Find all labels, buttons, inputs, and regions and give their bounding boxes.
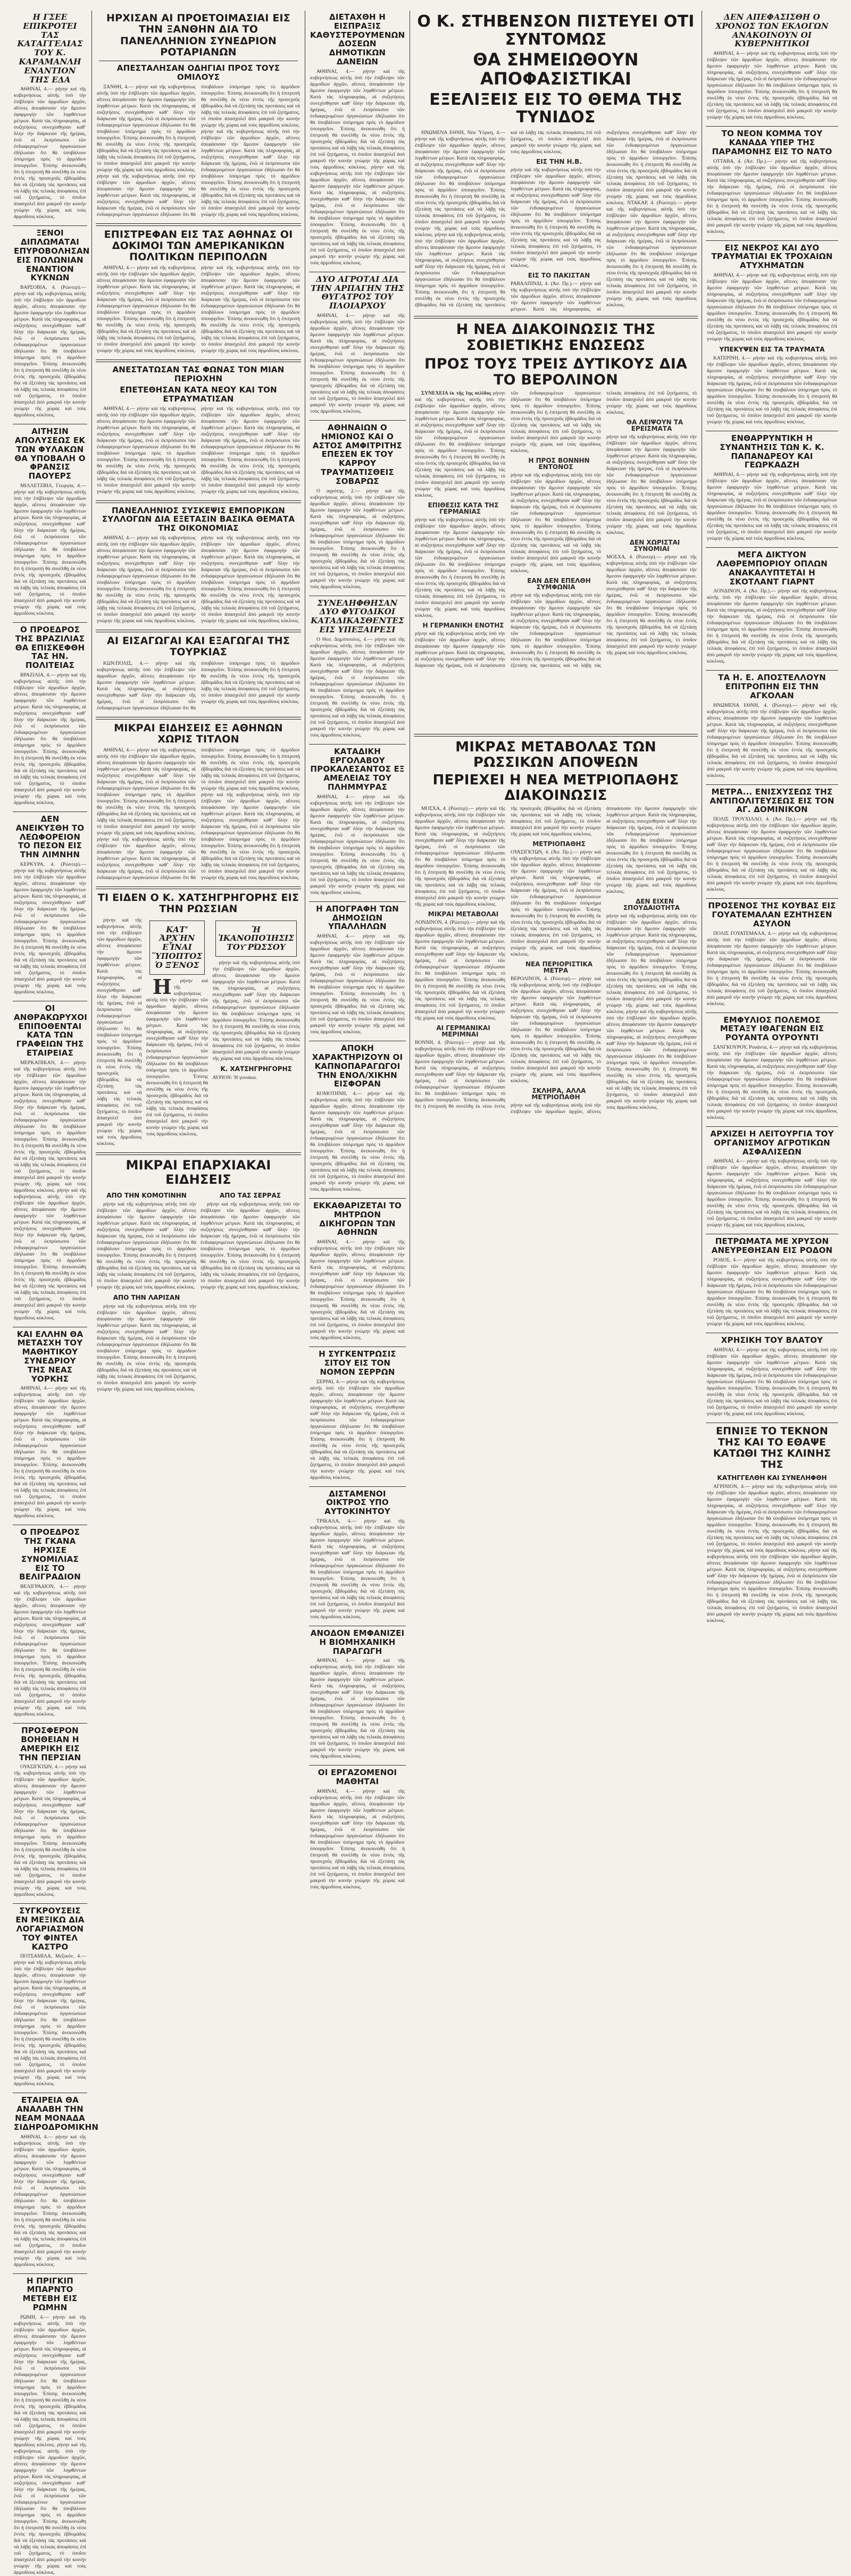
article-body: ΑΘΗΝΑΙ, 4.— ρήνην καὶ τῆς κυβερνήσεως αὐτῆς ὑπὸ τὴν ἐπίβλεψιν τῶν ἁρμοδίων ἀρχῶν, αἵτινες ἀπεφάσισαν τὴν ἄμεσον ἐφαρμογὴν τῶν ληφθέντων μέτρων. Κατὰ τὰς πληροφορίας, αἱ συζητήσεις συνεχίσθησαν καθ’ ὅλην τὴν διάρκειαν τῆς ἡμέρας, ἐνῶ οἱ ἐκπρόσωποι τῶν ἐνδιαφερομένων ὀργανώσεων ἐδήλωσαν ὅτι θὰ ὑποβάλουν ὑπόμνημα πρὸς τὸ ἁρμόδιον ὑπουργεῖον. Ἐπίσης ἀνεκοινώθη ὅτι ἡ ἐπιτροπὴ θὰ συνέλθῃ ἐκ νέου ἐντὸς τῆς προσεχοῦς ἑβδομάδος διὰ νὰ ἐξετάσῃ τὰς προτάσεις καὶ νὰ λάβῃ τὰς τελικὰς ἀποφάσεις ἐπὶ τοῦ ζητήματος, τὸ ὁποῖον ἀπασχολεῖ ἀπὸ μακροῦ τὴν κοινὴν γνώμην τῆς χώρας καὶ τοὺς ἁρμοδίους κύκλους. ρήνην καὶ τῆς κυβερνήσεως αὐτῆς ὑπὸ τὴν ἐπίβλεψιν τῶν ἁρμοδίων ἀρχῶν, αἵτινες ἀπεφάσισαν τὴν ἄμεσον ἐφαρμογὴν τῶν ληφθέντων μέτρων. Κατὰ τὰς πληροφορίας, αἱ συζητήσεις συνεχίσθησαν καθ’ ὅλην τὴν διάρκειαν τῆς ἡμέρας, ἐνῶ οἱ ἐκπρόσωποι τῶν ἐνδιαφερομένων ὀργανώσεων ἐδήλωσαν ὅτι θὰ ὑποβάλουν ὑπόμνημα πρὸς τὸ ἁρμόδιον ὑπουργεῖον. Ἐπίσης ἀνεκοινώθη ὅτι ἡ ἐπιτροπὴ θὰ συνέλθῃ ἐκ νέου ἐντὸς τῆς προσεχοῦς ἑβδομάδος διὰ νὰ ἐξετάσῃ τὰς προτάσεις καὶ νὰ λάβῃ τὰς τελικὰς ἀποφάσεις ἐπὶ τοῦ ζητήματος, τὸ ὁποῖον ἀπασχολεῖ ἀπὸ μακροῦ τὴν κοινὴν γνώμην τῆς χώρας καὶ τοὺς ἁρμοδίους κύκλους. [97, 265, 300, 354]
headline: ΔΥΟ ΑΓΡΟΤΑΙ ΔΙΑ ΤΗΝ ΑΡΠΑΓΗΝ ΤΗΣ ΘΥΓΑΤΡΟΣ ΤΟΥ ΠΛΟΙΑΡΧΟΥ [311, 274, 404, 311]
headline: ΜΕΓΑ ΔΙΚΤΥΟΝ ΛΑΘΡΕΜΠΟΡΙΟΥ ΟΠΛΩΝ ΑΝΑΚΑΛΥΠΤΕΤΑΙ Η ΣΚΟΤΛΑΝΤ ΓΙΑΡΝΤ [716, 550, 828, 587]
column-5 [704, 11, 840, 1624]
article-body: ΚΕΡΚΥΡΑ, 4. (Ρώυτερ).— ρήνην καὶ τῆς κυβερνήσεως αὐτῆς ὑπὸ τὴν ἐπίβλεψιν τῶν ἁρμοδίων ἀρχῶν, αἵτινες ἀπεφάσισαν τὴν ἄμεσον ἐφαρμογὴν τῶν ληφθέντων μέτρων. Κατὰ τὰς πληροφορίας, αἱ συζητήσεις συνεχίσθησαν καθ’ ὅλην τὴν διάρκειαν τῆς ἡμέρας, ἐνῶ οἱ ἐκπρόσωποι τῶν ἐνδιαφερομένων ὀργανώσεων ἐδήλωσαν ὅτι θὰ ὑποβάλουν ὑπόμνημα πρὸς τὸ ἁρμόδιον ὑπουργεῖον. Ἐπίσης ἀνεκοινώθη ὅτι ἡ ἐπιτροπὴ θὰ συνέλθῃ ἐκ νέου ἐντὸς τῆς προσεχοῦς ἑβδομάδος διὰ νὰ ἐξετάσῃ τὰς προτάσεις καὶ νὰ λάβῃ τὰς τελικὰς ἀποφάσεις ἐπὶ τοῦ ζητήματος, τὸ ὁποῖον ἀπασχολεῖ ἀπὸ μακροῦ τὴν κοινὴν γνώμην τῆς χώρας καὶ τοὺς ἁρμοδίους κύκλους. [14, 861, 86, 995]
headline: ΠΕΤΡΩΜΑΤΑ ΜΕ ΧΡΥΣΟΝ ΑΝΕΥΡΕΘΗΣΑΝ ΕΙΣ ΡΟΔΟΝ [711, 1236, 833, 1256]
body-text: ρήνην καὶ τῆς κυβερνήσεως αὐτῆς ὑπὸ τὴν ἐπίβλεψιν τῶν ἁρμοδίων ἀρχῶν, αἵτινες ἀπεφάσισαν τὴν ἄμεσον ἐφαρμογὴν τῶν ληφθέντων μέτρων. Κατὰ τὰς πληροφορίας, αἱ συζητήσεις συνεχίσθησαν καθ’ ὅλην τὴν διάρκειαν τῆς ἡμέρας, ἐνῶ οἱ ἐκπρόσωποι τῶν ἐνδιαφερομένων ὀργανώσεων ἐδήλωσαν ὅτι θὰ ὑποβάλουν ὑπόμνημα πρὸς τὸ ἁρμόδιον ὑπουργεῖον. Ἐπίσης ἀνεκοινώθη ὅτι ἡ ἐπιτροπὴ θὰ συνέλθῃ ἐκ νέου ἐντὸς τῆς προσεχοῦς ἑβδομάδος διὰ νὰ ἐξετάσῃ τὰς προτάσεις καὶ νὰ λάβῃ τὰς τελικὰς ἀποφάσεις ἐπὶ τοῦ ζητήματος, τὸ ὁποῖον ἀπασχολεῖ ἀπὸ μακροῦ τὴν κοινὴν γνώμην τῆς χώρας καὶ τοὺς ἁρμοδίους κύκλους. [14, 1187, 86, 1321]
headline: ΠΡΟΣΕΝΟΣ ΤΗΣ ΚΟΥΒΑΣ ΕΙΣ ΓΟΥΑΤΕΜΑΛΑΝ ΕΖΗΤΗΣΕΝ ΑΣΥΛΟΝ [708, 901, 836, 929]
article-body: ΑΘΗΝΑΙ, 4.— ρήνην καὶ τῆς κυβερνήσεως αὐτῆς ὑπὸ τὴν ἐπίβλεψιν τῶν ἁρμοδίων ἀρχῶν, αἵτινες ἀπεφάσισαν τὴν ἄμεσον ἐφαρμογὴν τῶν ληφθέντων μέτρων. Κατὰ τὰς πληροφορίας, αἱ συζητήσεις συνεχίσθησαν καθ’ ὅλην τὴν διάρκειαν τῆς ἡμέρας, ἐνῶ οἱ ἐκπρόσωποι τῶν ἐνδιαφερομένων ὀργανώσεων ἐδήλωσαν ὅτι θὰ ὑποβάλουν ὑπόμνημα πρὸς τὸ ἁρμόδιον ὑπουργεῖον. Ἐπίσης ἀνεκοινώθη ὅτι ἡ ἐπιτροπὴ θὰ συνέλθῃ ἐκ νέου ἐντὸς τῆς προσεχοῦς ἑβδομάδος διὰ νὰ ἐξετάσῃ τὰς προτάσεις καὶ νὰ λάβῃ τὰς τελικὰς ἀποφάσεις ἐπὶ τοῦ ζητήματος, τὸ ὁποῖον ἀπασχολεῖ ἀπὸ μακροῦ τὴν κοινὴν γνώμην τῆς χώρας καὶ τοὺς ἁρμοδίους κύκλους. [707, 272, 837, 342]
body-text: ρήνην καὶ τῆς κυβερνήσεως αὐτῆς ὑπὸ τὴν ἐπίβλεψιν τῶν ἁρμοδίων ἀρχῶν, αἵτινες ἀπεφάσισαν τὴν ἄμεσον ἐφαρμογὴν τῶν ληφθέντων μέτρων. Κατὰ τὰς πληροφορίας, αἱ συζητήσεις συνεχίσθησαν καθ’ ὅλην τὴν διάρκειαν τῆς ἡμέρας, ἐνῶ οἱ ἐκπρόσωποι τῶν ἐνδιαφερομένων ὀργανώσεων ἐδήλωσαν ὅτι θὰ ὑποβάλουν ὑπόμνημα πρὸς τὸ ἁρμόδιον ὑπουργεῖον. Ἐπίσης ἀνεκοινώθη ὅτι ἡ ἐπιτροπὴ θὰ συνέλθῃ ἐκ νέου ἐντὸς τῆς προσεχοῦς ἑβδομάδος διὰ νὰ ἐξετάσῃ τὰς προτάσεις καὶ νὰ λάβῃ τὰς τελικὰς ἀποφάσεις ἐπὶ τοῦ ζητήματος, τὸ ὁποῖον ἀπασχολεῖ ἀπὸ μακροῦ τὴν κοινὴν γνώμην τῆς χώρας καὶ τοὺς ἁρμοδίους κύκλους. [707, 588, 837, 665]
body-text: ρήνην καὶ τῆς κυβερνήσεως αὐτῆς ὑπὸ τὴν ἐπίβλεψιν τῶν ἁρμοδίων ἀρχῶν, αἵτινες ἀπεφάσισαν τὴν ἄμεσον ἐφαρμογὴν τῶν ληφθέντων μέτρων. Κατὰ τὰς πληροφορίας, αἱ συζητήσεις συνεχίσθησαν καθ’ ὅλην τὴν διάρκειαν τῆς ἡμέρας, ἐνῶ οἱ ἐκπρόσωποι τῶν ἐνδιαφερομένων ὀργανώσεων ἐδήλωσαν ὅτι θὰ ὑποβάλουν ὑπόμνημα πρὸς τὸ ἁρμόδιον ὑπουργεῖον. Ἐπίσης ἀνεκοινώθη ὅτι ἡ ἐπιτροπὴ θὰ συνέλθῃ ἐκ νέου ἐντὸς τῆς προσεχοῦς ἑβδομάδος διὰ νὰ ἐξετάσῃ τὰς προτάσεις καὶ νὰ λάβῃ τὰς τελικὰς ἀποφάσεις ἐπὶ τοῦ ζητήματος, τὸ ὁποῖον ἀπασχολεῖ ἀπὸ μακροῦ τὴν κοινὴν γνώμην τῆς χώρας καὶ τοὺς ἁρμοδίους κύκλους. [707, 472, 837, 542]
body-text: ρήνην καὶ τῆς κυβερνήσεως αὐτῆς ὑπὸ τὴν ἐπίβλεψιν τῶν ἁρμοδίων ἀρχῶν, αἵτινες ἀπεφάσισαν τὴν ἄμεσον ἐφαρμογὴν τῶν ληφθέντων μέτρων. Κατὰ τὰς πληροφορίας, αἱ συζητήσεις συνεχίσθησαν καθ’ ὅλην τὴν διάρκειαν τῆς ἡμέρας, ἐνῶ οἱ ἐκπρόσωποι τῶν ἐνδιαφερομένων ὀργανώσεων ἐδήλωσαν ὅτι θὰ ὑποβάλουν ὑπόμνημα πρὸς τὸ ἁρμόδιον ὑπουργεῖον. Ἐπίσης ἀνεκοινώθη ὅτι ἡ ἐπιτροπὴ θὰ συνέλθῃ ἐκ νέου ἐντὸς τῆς προσεχοῦς ἑβδομάδος διὰ νὰ ἐξετάσῃ τὰς προτάσεις καὶ νὰ λάβῃ τὰς τελικὰς ἀποφάσεις ἐπὶ τοῦ ζητήματος, τὸ ὁποῖον ἀπασχολεῖ ἀπὸ μακροῦ τὴν κοινὴν γνώμην τῆς χώρας καὶ τοὺς ἁρμοδίους κύκλους. [707, 1044, 837, 1120]
body-text: ρήνην καὶ τῆς κυβερνήσεως αὐτῆς ὑπὸ τὴν ἐπίβλεψιν τῶν ἁρμοδίων ἀρχῶν, αἵτινες ἀπεφάσισαν τὴν ἄμεσον ἐφαρμογὴν τῶν ληφθέντων μέτρων. Κατὰ τὰς πληροφορίας, αἱ συζητήσεις συνεχίσθησαν καθ’ ὅλην τὴν διάρκειαν τῆς ἡμέρας, ἐνῶ οἱ ἐκπρόσωποι τῶν ἐνδιαφερομένων ὀργανώσεων ἐδήλωσαν ὅτι θὰ ὑποβάλουν ὑπόμνημα πρὸς τὸ ἁρμόδιον ὑπουργεῖον. Ἐπίσης ἀνεκοινώθη ὅτι ἡ ἐπιτροπὴ θὰ συνέλθῃ ἐκ νέου ἐντὸς τῆς προσεχοῦς ἑβδομάδος διὰ νὰ ἐξετάσῃ τὰς προτάσεις καὶ νὰ λάβῃ τὰς τελικὰς ἀποφάσεις ἐπὶ τοῦ ζητήματος, τὸ ὁποῖον ἀπασχολεῖ ἀπὸ μακροῦ τὴν κοινὴν γνώμην τῆς χώρας καὶ τοὺς ἁρμοδίους κύκλους. [14, 489, 86, 616]
headline: ΔΙΣΤΑΜΕΝΟΙ ΟΙΚΤΡΟΣ ΥΠΟ ΑΥΤΟΚΙΝΗΤΟΥ [324, 1488, 390, 1517]
headline: ΜΕΤΡΑ... ΕΝΙΣΧΥΣΕΩΣ ΤΗΣ ΑΝΤΙΠΟΛΙΤΕΥΣΕΩΣ ΕΙΣ ΤΟΝ ΑΓ. ΔΟΜΙΝΙΚΟΝ [710, 787, 835, 815]
body-text: ρήνην καὶ τῆς κυβερνήσεως αὐτῆς ὑπὸ τὴν ἐπίβλεψιν τῶν ἁρμοδίων ἀρχῶν, αἵτινες ἀπεφάσισαν τὴν ἄμεσον ἐφαρμογὴν τῶν ληφθέντων μέτρων. Κατὰ τὰς πληροφορίας, αἱ συζητήσεις συνεχίσθησαν καθ’ ὅλην τὴν διάρκειαν τῆς ἡμέρας, ἐνῶ οἱ ἐκπρόσωποι τῶν ἐνδιαφερομένων ὀργανώσεων ἐδήλωσαν ὅτι θὰ ὑποβάλουν ὑπόμνημα πρὸς τὸ ἁρμόδιον ὑπουργεῖον. Ἐπίσης ἀνεκοινώθη ὅτι ἡ ἐπιτροπὴ θὰ συνέλθῃ ἐκ νέου ἐντὸς τῆς προσεχοῦς ἑβδομάδος διὰ νὰ ἐξετάσῃ τὰς προτάσεις καὶ νὰ λάβῃ τὰς τελικὰς ἀποφάσεις ἐπὶ τοῦ ζητήματος, τὸ ὁποῖον ἀπασχολεῖ ἀπὸ μακροῦ τὴν κοινὴν γνώμην τῆς χώρας καὶ τοὺς ἁρμοδίους κύκλους. [212, 960, 300, 1062]
article-body: ΑΘΗΝΑΙ, 4.— ρήνην καὶ τῆς κυβερνήσεως αὐτῆς ὑπὸ τὴν ἐπίβλεψιν τῶν ἁρμοδίων ἀρχῶν, αἵτινες ἀπεφάσισαν τὴν ἄμεσον ἐφαρμογὴν τῶν ληφθέντων μέτρων. Κατὰ τὰς πληροφορίας, αἱ συζητήσεις συνεχίσθησαν καθ’ ὅλην τὴν διάρκειαν τῆς ἡμέρας, ἐνῶ οἱ ἐκπρόσωποι τῶν ἐνδιαφερομένων ὀργανώσεων ἐδήλωσαν ὅτι θὰ ὑποβάλουν ὑπόμνημα πρὸς τὸ ἁρμόδιον ὑπουργεῖον. Ἐπίσης ἀνεκοινώθη ὅτι ἡ ἐπιτροπὴ θὰ συνέλθῃ ἐκ νέου ἐντὸς τῆς προσεχοῦς ἑβδομάδος διὰ νὰ ἐξετάσῃ τὰς προτάσεις καὶ νὰ λάβῃ τὰς τελικὰς ἀποφάσεις ἐπὶ τοῦ ζητήματος, τὸ ὁποῖον ἀπασχολεῖ ἀπὸ μακροῦ τὴν κοινὴν γνώμην τῆς χώρας καὶ τοὺς ἁρμοδίους κύκλους. ρήνην καὶ τῆς κυβερνήσεως αὐτῆς ὑπὸ τὴν ἐπίβλεψιν τῶν ἁρμοδίων ἀρχῶν, αἵτινες ἀπεφάσισαν τὴν ἄμεσον ἐφαρμογὴν τῶν ληφθέντων μέτρων. Κατὰ τὰς πληροφορίας, αἱ συζητήσεις συνεχίσθησαν καθ’ ὅλην τὴν διάρκειαν τῆς ἡμέρας, ἐνῶ οἱ ἐκπρόσωποι τῶν ἐνδιαφερομένων ὀργανώσεων ἐδήλωσαν ὅτι θὰ ὑποβάλουν ὑπόμνημα πρὸς τὸ ἁρμόδιον ὑπουργεῖον. Ἐπίσης ἀνεκοινώθη ὅτι ἡ ἐπιτροπὴ θὰ συνέλθῃ ἐκ νέου ἐντὸς τῆς προσεχοῦς ἑβδομάδος διὰ νὰ ἐξετάσῃ τὰς προτάσεις καὶ νὰ λάβῃ τὰς τελικὰς ἀποφάσεις ἐπὶ τοῦ ζητήματος, τὸ ὁποῖον ἀπασχολεῖ ἀπὸ μακροῦ τὴν κοινὴν γνώμην τῆς χώρας καὶ τοὺς ἁρμοδίους κύκλους. ρήνην καὶ τῆς κυβερνήσεως αὐτῆς ὑπὸ τὴν ἐπίβλεψιν τῶν ἁρμοδίων ἀρχῶν, αἵτινες ἀπεφάσισαν τὴν ἄμεσον ἐφαρμογὴν τῶν ληφθέντων μέτρων. Κατὰ τὰς πληροφορίας, αἱ συζητήσεις συνεχίσθησαν καθ’ ὅλην τὴν διάρκειαν τῆς ἡμέρας, ἐνῶ οἱ ἐκπρόσωποι τῶν ἐνδιαφερομένων ὀργανώσεων ἐδήλωσαν ὅτι θὰ ὑποβάλουν ὑπόμνημα πρὸς τὸ ἁρμόδιον ὑπουργεῖον. Ἐπίσης ἀνεκοινώθη ὅτι ἡ ἐπιτροπὴ θὰ συνέλθῃ ἐκ νέου ἐντὸς τῆς προσεχοῦς ἑβδομάδος διὰ νὰ ἐξετάσῃ τὰς προτάσεις καὶ νὰ λάβῃ τὰς τελικὰς ἀποφάσεις ἐπὶ τοῦ ζητήματος, τὸ ὁποῖον ἀπασχολεῖ ἀπὸ μακροῦ τὴν κοινὴν γνώμην τῆς χώρας καὶ τοὺς ἁρμοδίους κύκλους. [97, 747, 300, 881]
body-text: ρήνην καὶ τῆς κυβερνήσεως αὐτῆς ὑπὸ τὴν ἐπίβλεψιν τῶν ἁρμοδίων ἀρχῶν, αἵτινες ἀπεφάσισαν τὴν ἄμεσον ἐφαρμογὴν τῶν ληφθέντων μέτρων. Κατὰ τὰς πληροφορίας, αἱ συζητήσεις συνεχίσθησαν καθ’ ὅλην τὴν διάρκειαν τῆς ἡμέρας, ἐνῶ οἱ ἐκπρόσωποι τῶν ἐνδιαφερομένων ὀργανώσεων ἐδήλωσαν ὅτι θὰ ὑποβάλουν ὑπόμνημα πρὸς τὸ ἁρμόδιον ὑπουργεῖον. Ἐπίσης ἀνεκοινώθη ὅτι ἡ ἐπιτροπὴ θὰ συνέλθῃ ἐκ νέου ἐντὸς τῆς προσεχοῦς ἑβδομάδος διὰ νὰ ἐξετάσῃ τὰς προτάσεις καὶ νὰ λάβῃ τὰς τελικὰς ἀποφάσεις ἐπὶ τοῦ ζητήματος, τὸ ὁποῖον ἀπασχολεῖ ἀπὸ μακροῦ τὴν κοινὴν γνώμην τῆς χώρας καὶ τοὺς ἁρμοδίους κύκλους. [606, 200, 697, 308]
body-text: ρήνην καὶ τῆς κυβερνήσεως αὐτῆς ὑπὸ τὴν ἐπίβλεψιν τῶν ἁρμοδίων ἀρχῶν, αἵτινες ἀπεφάσισαν τὴν ἄμεσον ἐφαρμογὴν τῶν ληφθέντων μέτρων. Κατὰ τὰς πληροφορίας, αἱ συζητήσεις συνεχίσθησαν καθ’ ὅλην τὴν διάρκειαν τῆς ἡμέρας, ἐνῶ οἱ ἐκπρόσωποι τῶν ἐνδιαφερομένων ὀργανώσεων ἐδήλωσαν ὅτι θὰ ὑποβάλουν ὑπόμνημα πρὸς τὸ ἁρμόδιον ὑπουργεῖον. Ἐπίσης ἀνεκοινώθη ὅτι ἡ ἐπιτροπὴ θὰ συνέλθῃ ἐκ νέου ἐντὸς τῆς προσεχοῦς ἑβδομάδος διὰ νὰ ἐξετάσῃ τὰς προτάσεις καὶ νὰ λάβῃ τὰς τελικὰς ἀποφάσεις ἐπὶ τοῦ ζητήματος, τὸ ὁποῖον ἀπασχολεῖ ἀπὸ μακροῦ τὴν κοινὴν γνώμην τῆς χώρας καὶ τοὺς ἁρμοδίους κύκλους. [415, 806, 505, 908]
headline: ΜΙΚΡΑΙ ΕΠΑΡΧΙΑΚΑΙ ΕΙΔΗΣΕΙΣ [126, 1157, 271, 1187]
headline: ΚΑΤΑΔΙΚΗ ΕΡΓΟΛΑΒΟΥ ΠΡΟΚΑΛΕΣΑΝΤΟΣ ΕΞ ΑΜΕΛΕΙΑΣ ΤΟΥ ΠΛΗΜΜΥΡΑΣ [310, 746, 405, 792]
body-text: ρήνην καὶ τῆς κυβερνήσεως αὐτῆς ὑπὸ τὴν ἐπίβλεψιν τῶν ἁρμοδίων ἀρχῶν, αἵτινες ἀπεφάσισαν τὴν ἄμεσον ἐφαρμογὴν τῶν ληφθέντων μέτρων. Κατὰ τὰς πληροφορίας, αἱ συζητήσεις συνεχίσθησαν καθ’ ὅλην τὴν διάρκειαν τῆς ἡμέρας, ἐνῶ οἱ ἐκπρόσωποι τῶν ἐνδιαφερομένων ὀργανώσεων ἐδήλωσαν ὅτι θὰ ὑποβάλουν ὑπόμνημα πρὸς τὸ ἁρμόδιον ὑπουργεῖον. Ἐπίσης ἀνεκοινώθη ὅτι ἡ ἐπιτροπὴ θὰ συνέλθῃ ἐκ νέου ἐντὸς τῆς προσεχοῦς ἑβδομάδος διὰ νὰ ἐξετάσῃ τὰς προτάσεις καὶ νὰ λάβῃ τὰς τελικὰς ἀποφάσεις ἐπὶ τοῦ ζητήματος, τὸ ὁποῖον ἀπασχολεῖ ἀπὸ μακροῦ τὴν κοινὴν γνώμην τῆς χώρας καὶ τοὺς ἁρμοδίους κύκλους. [415, 136, 505, 238]
body-text: ρήνην καὶ τῆς κυβερνήσεως αὐτῆς ὑπὸ τὴν ἐπίβλεψιν τῶν ἁρμοδίων ἀρχῶν, αἵτινες ἀπεφάσισαν τὴν ἄμεσον ἐφαρμογὴν τῶν ληφθέντων μέτρων. Κατὰ τὰς πληροφορίας, αἱ συζητήσεις συνεχίσθησαν καθ’ ὅλην τὴν διάρκειαν τῆς ἡμέρας, ἐνῶ οἱ ἐκπρόσωποι τῶν ἐνδιαφερομένων ὀργανώσεων ἐδήλωσαν ὅτι θὰ ὑποβάλουν ὑπόμνημα πρὸς τὸ ἁρμόδιον ὑπουργεῖον. Ἐπίσης ἀνεκοινώθη ὅτι ἡ ἐπιτροπὴ θὰ συνέλθῃ ἐκ νέου ἐντὸς τῆς προσεχοῦς ἑβδομάδος διὰ νὰ ἐξετάσῃ τὰς προτάσεις καὶ νὰ λάβῃ τὰς τελικὰς ἀποφάσεις ἐπὶ τοῦ ζητήματος, τὸ ὁποῖον ἀπασχολεῖ ἀπὸ μακροῦ τὴν κοινὴν γνώμην τῆς χώρας καὶ τοὺς ἁρμοδίους κύκλους. [310, 1788, 405, 1891]
next-installment: ΑΥΡΙΟΝ: Ἡ γυναίκα. [212, 1075, 257, 1081]
body-text: ρήνην καὶ τῆς κυβερνήσεως αὐτῆς ὑπὸ τὴν ἐπίβλεψιν τῶν ἁρμοδίων ἀρχῶν, αἵτινες ἀπεφάσισαν τὴν ἄμεσον ἐφαρμογὴν τῶν ληφθέντων μέτρων. Κατὰ τὰς πληροφορίας, αἱ συζητήσεις συνεχίσθησαν καθ’ ὅλην τὴν διάρκειαν τῆς ἡμέρας, ἐνῶ οἱ ἐκπρόσωποι τῶν ἐνδιαφερομένων ὀργανώσεων ἐδήλωσαν ὅτι θὰ ὑποβάλουν ὑπόμνημα πρὸς τὸ ἁρμόδιον ὑπουργεῖον. Ἐπίσης ἀνεκοινώθη ὅτι ἡ ἐπιτροπὴ θὰ συνέλθῃ ἐκ νέου ἐντὸς τῆς προσεχοῦς ἑβδομάδος διὰ νὰ ἐξετάσῃ τὰς προτάσεις καὶ νὰ λάβῃ τὰς τελικὰς ἀποφάσεις ἐπὶ τοῦ ζητήματος, τὸ ὁποῖον ἀπασχολεῖ ἀπὸ μακροῦ τὴν κοινὴν γνώμην τῆς χώρας καὶ τοὺς ἁρμοδίους κύκλους. [97, 1201, 196, 1291]
soviet-story-body: ΣΥΝΕΧΕΙΑ ἐκ τῆς 1ης σελίδος ρήνην καὶ τῆς κυβερνήσεως αὐτῆς ὑπὸ τὴν ἐπίβλεψιν τῶν ἁρμοδίων ἀρχῶν, αἵτινες ἀπεφάσισαν τὴν ἄμεσον ἐφαρμογὴν τῶν ληφθέντων μέτρων. Κατὰ τὰς πληροφορίας, αἱ συζητήσεις συνεχίσθησαν καθ’ ὅλην τὴν διάρκειαν τῆς ἡμέρας, ἐνῶ οἱ ἐκπρόσωποι τῶν ἐνδιαφερομένων ὀργανώσεων ἐδήλωσαν ὅτι θὰ ὑποβάλουν ὑπόμνημα πρὸς τὸ ἁρμόδιον ὑπουργεῖον. Ἐπίσης ἀνεκοινώθη ὅτι ἡ ἐπιτροπὴ θὰ συνέλθῃ ἐκ νέου ἐντὸς τῆς προσεχοῦς ἑβδομάδος διὰ νὰ ἐξετάσῃ τὰς προτάσεις καὶ νὰ λάβῃ τὰς τελικὰς ἀποφάσεις ἐπὶ τοῦ ζητήματος, τὸ ὁποῖον ἀπασχολεῖ ἀπὸ μακροῦ τὴν κοινὴν γνώμην τῆς χώρας καὶ τοὺς ἁρμοδίους κύκλους. ΕΠΙΘΕΣΙΣ ΚΑΤΑ ΤΗΣ ΓΕΡΜΑΝΙΑΣ ρήνην καὶ τῆς κυβερνήσεως αὐτῆς ὑπὸ τὴν ἐπίβλεψιν τῶν ἁρμοδίων ἀρχῶν, αἵτινες ἀπεφάσισαν τὴν ἄμεσον ἐφαρμογὴν τῶν ληφθέντων μέτρων. Κατὰ τὰς πληροφορίας, αἱ συζητήσεις συνεχίσθησαν καθ’ ὅλην τὴν διάρκειαν τῆς ἡμέρας, ἐνῶ οἱ ἐκπρόσωποι τῶν ἐνδιαφερομένων ὀργανώσεων ἐδήλωσαν ὅτι θὰ ὑποβάλουν ὑπόμνημα πρὸς τὸ ἁρμόδιον ὑπουργεῖον. Ἐπίσης ἀνεκοινώθη ὅτι ἡ ἐπιτροπὴ θὰ συνέλθῃ ἐκ νέου ἐντὸς τῆς προσεχοῦς ἑβδομάδος διὰ νὰ ἐξετάσῃ τὰς προτάσεις καὶ νὰ λάβῃ τὰς τελικὰς ἀποφάσεις ἐπὶ τοῦ ζητήματος, τὸ ὁποῖον ἀπασχολεῖ ἀπὸ μακροῦ τὴν κοινὴν γνώμην τῆς χώρας καὶ τοὺς ἁρμοδίους κύκλους. Η ΓΕΡΜΑΝΙΚΗ ΕΝΟΤΗΣ ρήνην καὶ τῆς κυβερνήσεως αὐτῆς ὑπὸ τὴν ἐπίβλεψιν τῶν ἁρμοδίων ἀρχῶν, αἵτινες ἀπεφάσισαν τὴν ἄμεσον ἐφαρμογὴν τῶν ληφθέντων μέτρων. Κατὰ τὰς πληροφορίας, αἱ συζητήσεις συνεχίσθησαν καθ’ ὅλην τὴν διάρκειαν τῆς ἡμέρας, ἐνῶ οἱ ἐκπρόσωποι τῶν ἐνδιαφερομένων ὀργανώσεων ἐδήλωσαν ὅτι θὰ ὑποβάλουν ὑπόμνημα πρὸς τὸ ἁρμόδιον ὑπουργεῖον. Ἐπίσης ἀνεκοινώθη ὅτι ἡ ἐπιτροπὴ θὰ συνέλθῃ ἐκ νέου ἐντὸς τῆς προσεχοῦς ἑβδομάδος διὰ νὰ ἐξετάσῃ τὰς προτάσεις καὶ νὰ λάβῃ τὰς τελικὰς ἀποφάσεις ἐπὶ τοῦ ζητήματος, τὸ ὁποῖον ἀπασχολεῖ ἀπὸ μακροῦ τὴν κοινὴν γνώμην τῆς χώρας καὶ τοὺς ἁρμοδίους κύκλους. Η ΠΡΟΣ ΒΟΝΝΗΝ ΕΝΤΟΝΟΣ ρήνην καὶ τῆς κυβερνήσεως αὐτῆς ὑπὸ τὴν ἐπίβλεψιν τῶν ἁρμοδίων ἀρχῶν, αἵτινες ἀπεφάσισαν τὴν ἄμεσον ἐφαρμογὴν τῶν ληφθέντων μέτρων. Κατὰ τὰς πληροφορίας, αἱ συζητήσεις συνεχίσθησαν καθ’ ὅλην τὴν διάρκειαν τῆς ἡμέρας, ἐνῶ οἱ ἐκπρόσωποι τῶν ἐνδιαφερομένων ὀργανώσεων ἐδήλωσαν ὅτι θὰ ὑποβάλουν ὑπόμνημα πρὸς τὸ ἁρμόδιον ὑπουργεῖον. Ἐπίσης ἀνεκοινώθη ὅτι ἡ ἐπιτροπὴ θὰ συνέλθῃ ἐκ νέου ἐντὸς τῆς προσεχοῦς ἑβδομάδος διὰ νὰ ἐξετάσῃ τὰς προτάσεις καὶ νὰ λάβῃ τὰς τελικὰς ἀποφάσεις ἐπὶ τοῦ ζητήματος, τὸ ὁποῖον ἀπασχολεῖ ἀπὸ μακροῦ τὴν κοινὴν γνώμην τῆς χώρας καὶ τοὺς ἁρμοδίους κύκλους. ΕΑΝ ΔΕΝ ΕΠΕΛΘΗ ΣΥΜΦΩΝΙΑ ρήνην καὶ τῆς κυβερνήσεως αὐτῆς ὑπὸ τὴν ἐπίβλεψιν τῶν ἁρμοδίων ἀρχῶν, αἵτινες ἀπεφάσισαν τὴν ἄμεσον ἐφαρμογὴν τῶν ληφθέντων μέτρων. Κατὰ τὰς πληροφορίας, αἱ συζητήσεις συνεχίσθησαν καθ’ ὅλην τὴν διάρκειαν τῆς ἡμέρας, ἐνῶ οἱ ἐκπρόσωποι τῶν ἐνδιαφερομένων ὀργανώσεων ἐδήλωσαν ὅτι θὰ ὑποβάλουν ὑπόμνημα πρὸς τὸ ἁρμόδιον ὑπουργεῖον. Ἐπίσης ἀνεκοινώθη ὅτι ἡ ἐπιτροπὴ θὰ συνέλθῃ ἐκ νέου ἐντὸς τῆς προσεχοῦς ἑβδομάδος διὰ νὰ ἐξετάσῃ τὰς προτάσεις καὶ νὰ λάβῃ τὰς τελικὰς ἀποφάσεις ἐπὶ τοῦ ζητήματος, τὸ ὁποῖον ἀπασχολεῖ ἀπὸ μακροῦ τὴν κοινὴν γνώμην τῆς χώρας καὶ τοὺς ἁρμοδίους κύκλους. ΘΑ ΛΕΙΨΟΥΝ ΤΑ ΕΡΕΙΣΜΑΤΑ ρήνην καὶ τῆς κυβερνήσεως αὐτῆς ὑπὸ τὴν ἐπίβλεψιν τῶν ἁρμοδίων ἀρχῶν, αἵτινες ἀπεφάσισαν τὴν ἄμεσον ἐφαρμογὴν τῶν ληφθέντων μέτρων. Κατὰ τὰς πληροφορίας, αἱ συζητήσεις συνεχίσθησαν καθ’ ὅλην τὴν διάρκειαν τῆς ἡμέρας, ἐνῶ οἱ ἐκπρόσωποι τῶν ἐνδιαφερομένων ὀργανώσεων ἐδήλωσαν ὅτι θὰ ὑποβάλουν ὑπόμνημα πρὸς τὸ ἁρμόδιον ὑπουργεῖον. Ἐπίσης ἀνεκοινώθη ὅτι ἡ ἐπιτροπὴ θὰ συνέλθῃ ἐκ νέου ἐντὸς τῆς προσεχοῦς ἑβδομάδος διὰ νὰ ἐξετάσῃ τὰς προτάσεις καὶ νὰ λάβῃ τὰς τελικὰς ἀποφάσεις ἐπὶ τοῦ ζητήματος, τὸ ὁποῖον ἀπασχολεῖ ἀπὸ μακροῦ τὴν κοινὴν γνώμην τῆς χώρας καὶ τοὺς ἁρμοδίους κύκλους. ΔΕΝ ΧΩΡΙΣΤΑΙ ΣΥΝΟΜΙΑΙ ΜΟΣΧΑ, 4. (Ρώυτερ).— ρήνην καὶ τῆς κυβερνήσεως αὐτῆς ὑπὸ τὴν ἐπίβλεψιν τῶν ἁρμοδίων ἀρχῶν, αἵτινες ἀπεφάσισαν τὴν ἄμεσον ἐφαρμογὴν τῶν ληφθέντων μέτρων. Κατὰ τὰς πληροφορίας, αἱ συζητήσεις συνεχίσθησαν καθ’ ὅλην τὴν διάρκειαν τῆς ἡμέρας, ἐνῶ οἱ ἐκπρόσωποι τῶν ἐνδιαφερομένων ὀργανώσεων ἐδήλωσαν ὅτι θὰ ὑποβάλουν ὑπόμνημα πρὸς τὸ ἁρμόδιον ὑπουργεῖον. Ἐπίσης ἀνεκοινώθη ὅτι ἡ ἐπιτροπὴ θὰ συνέλθῃ ἐκ νέου ἐντὸς τῆς προσεχοῦς ἑβδομάδος διὰ νὰ ἐξετάσῃ τὰς προτάσεις καὶ νὰ λάβῃ τὰς τελικὰς ἀποφάσεις ἐπὶ τοῦ ζητήματος, τὸ ὁποῖον ἀπασχολεῖ ἀπὸ μακροῦ τὴν κοινὴν γνώμην τῆς χώρας καὶ τοὺς ἁρμοδίους κύκλους. [415, 390, 697, 668]
body-text: ρήνην καὶ τῆς κυβερνήσεως αὐτῆς ὑπὸ τὴν ἐπίβλεψιν τῶν ἁρμοδίων ἀρχῶν, αἵτινες ἀπεφάσισαν τὴν ἄμεσον ἐφαρμογὴν τῶν ληφθέντων μέτρων. Κατὰ τὰς πληροφορίας, αἱ συζητήσεις συνεχίσθησαν καθ’ ὅλην τὴν διάρκειαν τῆς ἡμέρας, ἐνῶ οἱ ἐκπρόσωποι τῶν ἐνδιαφερομένων ὀργανώσεων ἐδήλωσαν ὅτι θὰ ὑποβάλουν ὑπόμνημα πρὸς τὸ ἁρμόδιον ὑπουργεῖον. Ἐπίσης ἀνεκοινώθη ὅτι ἡ ἐπιτροπὴ θὰ συνέλθῃ ἐκ νέου ἐντὸς τῆς προσεχοῦς ἑβδομάδος διὰ νὰ ἐξετάσῃ τὰς προτάσεις καὶ νὰ λάβῃ τὰς τελικὰς ἀποφάσεις ἐπὶ τοῦ ζητήματος, τὸ ὁποῖον ἀπασχολεῖ ἀπὸ μακροῦ τὴν κοινὴν γνώμην τῆς χώρας καὶ τοὺς ἁρμοδίους κύκλους. [415, 806, 601, 1110]
signature: Κ. ΧΑΤΣΗΓΡΗΓΟΡΗΣ [220, 1065, 292, 1073]
article-body: ΗΝΩΜΕΝΑ ΕΘΝΗ, 4. (Ρώυτερ).— ρήνην καὶ τῆς κυβερνήσεως αὐτῆς ὑπὸ τὴν ἐπίβλεψιν τῶν ἁρμοδίων ἀρχῶν, αἵτινες ἀπεφάσισαν τὴν ἄμεσον ἐφαρμογὴν τῶν ληφθέντων μέτρων. Κατὰ τὰς πληροφορίας, αἱ συζητήσεις συνεχίσθησαν καθ’ ὅλην τὴν διάρκειαν τῆς ἡμέρας, ἐνῶ οἱ ἐκπρόσωποι τῶν ἐνδιαφερομένων ὀργανώσεων ἐδήλωσαν ὅτι θὰ ὑποβάλουν ὑπόμνημα πρὸς τὸ ἁρμόδιον ὑπουργεῖον. Ἐπίσης ἀνεκοινώθη ὅτι ἡ ἐπιτροπὴ θὰ συνέλθῃ ἐκ νέου ἐντὸς τῆς προσεχοῦς ἑβδομάδος διὰ νὰ ἐξετάσῃ τὰς προτάσεις καὶ νὰ λάβῃ τὰς τελικὰς ἀποφάσεις ἐπὶ τοῦ ζητήματος, τὸ ὁποῖον ἀπασχολεῖ ἀπὸ μακροῦ τὴν κοινὴν γνώμην τῆς χώρας καὶ τοὺς ἁρμοδίους κύκλους. [707, 702, 838, 779]
article-body: ΡΟΔΟΣ, 4.— ρήνην καὶ τῆς κυβερνήσεως αὐτῆς ὑπὸ τὴν ἐπίβλεψιν τῶν ἁρμοδίων ἀρχῶν, αἵτινες ἀπεφάσισαν τὴν ἄμεσον ἐφαρμογὴν τῶν ληφθέντων μέτρων. Κατὰ τὰς πληροφορίας, αἱ συζητήσεις συνεχίσθησαν καθ’ ὅλην τὴν διάρκειαν τῆς ἡμέρας, ἐνῶ οἱ ἐκπρόσωποι τῶν ἐνδιαφερομένων ὀργανώσεων ἐδήλωσαν ὅτι θὰ ὑποβάλουν ὑπόμνημα πρὸς τὸ ἁρμόδιον ὑπουργεῖον. Ἐπίσης ἀνεκοινώθη ὅτι ἡ ἐπιτροπὴ θὰ συνέλθῃ ἐκ νέου ἐντὸς τῆς προσεχοῦς ἑβδομάδος διὰ νὰ ἐξετάσῃ τὰς προτάσεις καὶ νὰ λάβῃ τὰς τελικὰς ἀποφάσεις ἐπὶ τοῦ ζητήματος, τὸ ὁποῖον ἀπασχολεῖ ἀπὸ μακροῦ τὴν κοινὴν γνώμην τῆς χώρας καὶ τοὺς ἁρμοδίους κύκλους. [707, 1257, 837, 1327]
article-body: ΒΡΑΖΙΛΙΑ, 4.— ρήνην καὶ τῆς κυβερνήσεως αὐτῆς ὑπὸ τὴν ἐπίβλεψιν τῶν ἁρμοδίων ἀρχῶν, αἵτινες ἀπεφάσισαν τὴν ἄμεσον ἐφαρμογὴν τῶν ληφθέντων μέτρων. Κατὰ τὰς πληροφορίας, αἱ συζητήσεις συνεχίσθησαν καθ’ ὅλην τὴν διάρκειαν τῆς ἡμέρας, ἐνῶ οἱ ἐκπρόσωποι τῶν ἐνδιαφερομένων ὀργανώσεων ἐδήλωσαν ὅτι θὰ ὑποβάλουν ὑπόμνημα πρὸς τὸ ἁρμόδιον ὑπουργεῖον. Ἐπίσης ἀνεκοινώθη ὅτι ἡ ἐπιτροπὴ θὰ συνέλθῃ ἐκ νέου ἐντὸς τῆς προσεχοῦς ἑβδομάδος διὰ νὰ ἐξετάσῃ τὰς προτάσεις καὶ νὰ λάβῃ τὰς τελικὰς ἀποφάσεις ἐπὶ τοῦ ζητήματος, τὸ ὁποῖον ἀπασχολεῖ ἀπὸ μακροῦ τὴν κοινὴν γνώμην τῆς χώρας καὶ τοὺς ἁρμοδίους κύκλους. [14, 672, 86, 806]
body-text: ρήνην καὶ τῆς κυβερνήσεως αὐτῆς ὑπὸ τὴν ἐπίβλεψιν τῶν ἁρμοδίων ἀρχῶν, αἵτινες ἀπεφάσισαν τὴν ἄμεσον ἐφαρμογὴν τῶν ληφθέντων μέτρων. Κατὰ τὰς πληροφορίας, αἱ συζητήσεις συνεχίσθησαν καθ’ ὅλην τὴν διάρκειαν τῆς ἡμέρας, ἐνῶ οἱ ἐκπρόσωποι τῶν ἐνδιαφερομένων ὀργανώσεων ἐδήλωσαν ὅτι θὰ ὑποβάλουν ὑπόμνημα πρὸς τὸ ἁρμόδιον ὑπουργεῖον. Ἐπίσης ἀνεκοινώθη ὅτι ἡ ἐπιτροπὴ θὰ συνέλθῃ ἐκ νέου ἐντὸς τῆς προσεχοῦς ἑβδομάδος διὰ νὰ ἐξετάσῃ τὰς προτάσεις καὶ νὰ λάβῃ τὰς τελικὰς ἀποφάσεις ἐπὶ τοῦ ζητήματος, τὸ ὁποῖον ἀπασχολεῖ ἀπὸ μακροῦ τὴν κοινὴν γνώμην τῆς χώρας καὶ τοὺς ἁρμοδίους κύκλους. [310, 488, 405, 590]
body-text: ρήνην καὶ τῆς κυβερνήσεως αὐτῆς ὑπὸ τὴν ἐπίβλεψιν τῶν ἁρμοδίων ἀρχῶν, αἵτινες ἀπεφάσισαν τὴν ἄμεσον ἐφαρμογὴν τῶν ληφθέντων μέτρων. Κατὰ τὰς πληροφορίας, αἱ συζητήσεις συνεχίσθησαν καθ’ ὅλην τὴν διάρκειαν τῆς ἡμέρας, ἐνῶ οἱ ἐκπρόσωποι τῶν ἐνδιαφερομένων ὀργανώσεων ἐδήλωσαν ὅτι θὰ ὑποβάλουν ὑπόμνημα πρὸς τὸ ἁρμόδιον ὑπουργεῖον. Ἐπίσης ἀνεκοινώθη ὅτι ἡ ἐπιτροπὴ θὰ συνέλθῃ ἐκ νέου ἐντὸς τῆς προσεχοῦς ἑβδομάδος διὰ νὰ ἐξετάσῃ τὰς προτάσεις καὶ νὰ λάβῃ τὰς τελικὰς ἀποφάσεις ἐπὶ τοῦ ζητήματος, τὸ ὁποῖον ἀπασχολεῖ ἀπὸ μακροῦ τὴν κοινὴν γνώμην τῆς χώρας καὶ τοὺς ἁρμοδίους κύκλους. [606, 554, 697, 656]
body-text: ρήνην καὶ τῆς κυβερνήσεως αὐτῆς ὑπὸ τὴν ἐπίβλεψιν τῶν ἁρμοδίων ἀρχῶν, αἵτινες ἀπεφάσισαν τὴν ἄμεσον ἐφαρμογὴν τῶν ληφθέντων μέτρων. Κατὰ τὰς πληροφορίας, αἱ συζητήσεις συνεχίσθησαν καθ’ ὅλην τὴν διάρκειαν τῆς ἡμέρας, ἐνῶ οἱ ἐκπρόσωποι τῶν ἐνδιαφερομένων ὀργανώσεων ἐδήλωσαν ὅτι θὰ ὑποβάλουν ὑπόμνημα πρὸς τὸ ἁρμόδιον ὑπουργεῖον. Ἐπίσης ἀνεκοινώθη ὅτι ἡ ἐπιτροπὴ θὰ συνέλθῃ ἐκ νέου ἐντὸς τῆς προσεχοῦς ἑβδομάδος διὰ νὰ ἐξετάσῃ τὰς προτάσεις καὶ νὰ λάβῃ τὰς τελικὰς ἀποφάσεις ἐπὶ τοῦ ζητήματος, τὸ ὁποῖον ἀπασχολεῖ ἀπὸ μακροῦ τὴν κοινὴν γνώμην τῆς χώρας καὶ τοὺς ἁρμοδίους κύκλους. [310, 68, 405, 170]
subheadline: ΥΠΕΚΥΨΕΝ ΕΙΣ ΤΑ ΤΡΑΥΜΑΤΑ [719, 345, 825, 353]
article-body: ΑΘΗΝΑΙ, 4.— ρήνην καὶ τῆς κυβερνήσεως αὐτῆς ὑπὸ τὴν ἐπίβλεψιν τῶν ἁρμοδίων ἀρχῶν, αἵτινες ἀπεφάσισαν τὴν ἄμεσον ἐφαρμογὴν τῶν ληφθέντων μέτρων. Κατὰ τὰς πληροφορίας, αἱ συζητήσεις συνεχίσθησαν καθ’ ὅλην τὴν διάρκειαν τῆς ἡμέρας, ἐνῶ οἱ ἐκπρόσωποι τῶν ἐνδιαφερομένων ὀργανώσεων ἐδήλωσαν ὅτι θὰ ὑποβάλουν ὑπόμνημα πρὸς τὸ ἁρμόδιον ὑπουργεῖον. Ἐπίσης ἀνεκοινώθη ὅτι ἡ ἐπιτροπὴ θὰ συνέλθῃ ἐκ νέου ἐντὸς τῆς προσεχοῦς ἑβδομάδος διὰ νὰ ἐξετάσῃ τὰς προτάσεις καὶ νὰ λάβῃ τὰς τελικὰς ἀποφάσεις ἐπὶ τοῦ ζητήματος, τὸ ὁποῖον ἀπασχολεῖ ἀπὸ μακροῦ τὴν κοινὴν γνώμην τῆς χώρας καὶ τοὺς ἁρμοδίους κύκλους. ρήνην καὶ τῆς κυβερνήσεως αὐτῆς ὑπὸ τὴν ἐπίβλεψιν τῶν ἁρμοδίων ἀρχῶν, αἵτινες ἀπεφάσισαν τὴν ἄμεσον ἐφαρμογὴν τῶν ληφθέντων μέτρων. Κατὰ τὰς πληροφορίας, αἱ συζητήσεις συνεχίσθησαν καθ’ ὅλην τὴν διάρκειαν τῆς ἡμέρας, ἐνῶ οἱ ἐκπρόσωποι τῶν ἐνδιαφερομένων ὀργανώσεων ἐδήλωσαν ὅτι θὰ ὑποβάλουν ὑπόμνημα πρὸς τὸ ἁρμόδιον ὑπουργεῖον. Ἐπίσης ἀνεκοινώθη ὅτι ἡ ἐπιτροπὴ θὰ συνέλθῃ ἐκ νέου ἐντὸς τῆς προσεχοῦς ἑβδομάδος διὰ νὰ ἐξετάσῃ τὰς προτάσεις καὶ νὰ λάβῃ τὰς τελικὰς ἀποφάσεις ἐπὶ τοῦ ζητήματος, τὸ ὁποῖον ἀπασχολεῖ ἀπὸ μακροῦ τὴν κοινὴν γνώμην τῆς χώρας καὶ τοὺς ἁρμοδίους κύκλους. [97, 535, 300, 624]
column-2 [94, 11, 303, 1393]
headline: ΑΙΤΗΣΙΝ ΑΠΟΛΥΣΕΩΣ ΕΚ ΤΩΝ ΦΥΛΑΚΩΝ ΘΑ ΥΠΟΒΑΛΗ Ο ΦΡΑΝΣΙΣ ΠΑΟΥΕΡΣ [14, 426, 86, 481]
headline: ΣΥΝΕΛΗΦΘΗΣΑΝ ΔΥΟ ΦΥΓΟΔΙΚΟΙ ΚΑΤΑΔΙΚΑΣΘΕΝΤΕΣ ΕΙΣ ΥΠΕΞΑΙΡΕΣΙ [311, 598, 404, 634]
banner-line-3: ΕΞΕΛΙΞΕΙΣ ΕΙΣ ΤΟ ΘΕΜΑ ΤΗΣ ΤΥΝΙΔΟΣ [429, 90, 682, 127]
article-body: ΣΑΝΓΚΟΥΡΟΥ, Ρουάντα, 4.— ρήνην καὶ τῆς κυβερνήσεως αὐτῆς ὑπὸ τὴν ἐπίβλεψιν τῶν ἁρμοδίων ἀρχῶν, αἵτινες ἀπεφάσισαν τὴν ἄμεσον ἐφαρμογὴν τῶν ληφθέντων μέτρων. Κατὰ τὰς πληροφορίας, αἱ συζητήσεις συνεχίσθησαν καθ’ ὅλην τὴν διάρκειαν τῆς ἡμέρας, ἐνῶ οἱ ἐκπρόσωποι τῶν ἐνδιαφερομένων ὀργανώσεων ἐδήλωσαν ὅτι θὰ ὑποβάλουν ὑπόμνημα πρὸς τὸ ἁρμόδιον ὑπουργεῖον. Ἐπίσης ἀνεκοινώθη ὅτι ἡ ἐπιτροπὴ θὰ συνέλθῃ ἐκ νέου ἐντὸς τῆς προσεχοῦς ἑβδομάδος διὰ νὰ ἐξετάσῃ τὰς προτάσεις καὶ νὰ λάβῃ τὰς τελικὰς ἀποφάσεις ἐπὶ τοῦ ζητήματος, τὸ ὁποῖον ἀπασχολεῖ ἀπὸ μακροῦ τὴν κοινὴν γνώμην τῆς χώρας καὶ τοὺς ἁρμοδίους κύκλους. [707, 1044, 837, 1120]
article-body: ΟΤΤΑΒΑ, 4. (Ἀσ. Πρ.).— ρήνην καὶ τῆς κυβερνήσεως αὐτῆς ὑπὸ τὴν ἐπίβλεψιν τῶν ἁρμοδίων ἀρχῶν, αἵτινες ἀπεφάσισαν τὴν ἄμεσον ἐφαρμογὴν τῶν ληφθέντων μέτρων. Κατὰ τὰς πληροφορίας, αἱ συζητήσεις συνεχίσθησαν καθ’ ὅλην τὴν διάρκειαν τῆς ἡμέρας, ἐνῶ οἱ ἐκπρόσωποι τῶν ἐνδιαφερομένων ὀργανώσεων ἐδήλωσαν ὅτι θὰ ὑποβάλουν ὑπόμνημα πρὸς τὸ ἁρμόδιον ὑπουργεῖον. Ἐπίσης ἀνεκοινώθη ὅτι ἡ ἐπιτροπὴ θὰ συνέλθῃ ἐκ νέου ἐντὸς τῆς προσεχοῦς ἑβδομάδος διὰ νὰ ἐξετάσῃ τὰς προτάσεις καὶ νὰ λάβῃ τὰς τελικὰς ἀποφάσεις ἐπὶ τοῦ ζητήματος, τὸ ὁποῖον ἀπασχολεῖ ἀπὸ μακροῦ τὴν κοινὴν γνώμην τῆς χώρας καὶ τοὺς ἁρμοδίους κύκλους. [707, 158, 837, 235]
body-text: ρήνην καὶ τῆς κυβερνήσεως αὐτῆς ὑπὸ τὴν ἐπίβλεψιν τῶν ἁρμοδίων ἀρχῶν, αἵτινες ἀπεφάσισαν τὴν ἄμεσον ἐφαρμογὴν τῶν ληφθέντων μέτρων. Κατὰ τὰς πληροφορίας, αἱ συζητήσεις συνεχίσθησαν καθ’ ὅλην τὴν διάρκειαν τῆς ἡμέρας, ἐνῶ οἱ ἐκπρόσωποι τῶν ἐνδιαφερομένων ὀργανώσεων ἐδήλωσαν ὅτι θὰ ὑποβάλουν ὑπόμνημα πρὸς τὸ ἁρμόδιον ὑπουργεῖον. Ἐπίσης ἀνεκοινώθη ὅτι ἡ ἐπιτροπὴ θὰ συνέλθῃ ἐκ νέου ἐντὸς τῆς προσεχοῦς ἑβδομάδος διὰ νὰ ἐξετάσῃ τὰς προτάσεις καὶ νὰ λάβῃ τὰς τελικὰς ἀποφάσεις ἐπὶ τοῦ ζητήματος, τὸ ὁποῖον ἀπασχολεῖ ἀπὸ μακροῦ τὴν κοινὴν γνώμην τῆς χώρας καὶ τοὺς ἁρμοδίους κύκλους. [707, 1547, 837, 1624]
headline: ΑΙ ΕΙΣΑΓΩΓΑΙ ΚΑΙ ΕΞΑΓΩΓΑΙ ΤΗΣ ΤΟΥΡΚΙΑΣ [106, 635, 290, 658]
body-text: ρήνην καὶ τῆς κυβερνήσεως αὐτῆς ὑπὸ τὴν ἐπίβλεψιν τῶν ἁρμοδίων ἀρχῶν, αἵτινες ἀπεφάσισαν τὴν ἄμεσον ἐφαρμογὴν τῶν ληφθέντων μέτρων. Κατὰ τὰς πληροφορίας, αἱ συζητήσεις συνεχίσθησαν καθ’ ὅλην τὴν διάρκειαν τῆς ἡμέρας, ἐνῶ οἱ ἐκπρόσωποι τῶν ἐνδιαφερομένων ὀργανώσεων ἐδήλωσαν ὅτι θὰ ὑποβάλουν ὑπόμνημα πρὸς τὸ ἁρμόδιον ὑπουργεῖον. Ἐπίσης ἀνεκοινώθη ὅτι ἡ ἐπιτροπὴ θὰ συνέλθῃ ἐκ νέου ἐντὸς τῆς προσεχοῦς ἑβδομάδος διὰ νὰ ἐξετάσῃ τὰς προτάσεις καὶ νὰ λάβῃ τὰς τελικὰς ἀποφάσεις ἐπὶ τοῦ ζητήματος, τὸ ὁποῖον ἀπασχολεῖ ἀπὸ μακροῦ τὴν κοινὴν γνώμην τῆς χώρας καὶ τοὺς ἁρμοδίους κύκλους. [707, 702, 838, 779]
body-text: ρήνην καὶ τῆς κυβερνήσεως αὐτῆς ὑπὸ τὴν ἐπίβλεψιν τῶν ἁρμοδίων ἀρχῶν, αἵτινες ἀπεφάσισαν τὴν ἄμεσον ἐφαρμογὴν τῶν ληφθέντων μέτρων. Κατὰ τὰς πληροφορίας, αἱ συζητήσεις συνεχίσθησαν καθ’ ὅλην τὴν διάρκειαν τῆς ἡμέρας, ἐνῶ οἱ ἐκπρόσωποι τῶν ἐνδιαφερομένων ὀργανώσεων ἐδήλωσαν ὅτι θὰ ὑποβάλουν ὑπόμνημα πρὸς τὸ ἁρμόδιον ὑπουργεῖον. Ἐπίσης ἀνεκοινώθη ὅτι ἡ ἐπιτροπὴ θὰ συνέλθῃ ἐκ νέου ἐντὸς τῆς προσεχοῦς ἑβδομάδος διὰ νὰ ἐξετάσῃ τὰς προτάσεις καὶ νὰ λάβῃ τὰς τελικὰς ἀποφάσεις ἐπὶ τοῦ ζητήματος, τὸ ὁποῖον ἀπασχολεῖ ἀπὸ μακροῦ τὴν κοινὴν γνώμην τῆς χώρας καὶ τοὺς ἁρμοδίους κύκλους. [310, 164, 405, 266]
body-text: ρήνην καὶ τῆς κυβερνήσεως αὐτῆς ὑπὸ τὴν ἐπίβλεψιν τῶν ἁρμοδίων ἀρχῶν, αἵτινες ἀπεφάσισαν τὴν ἄμεσον ἐφαρμογὴν τῶν ληφθέντων μέτρων. Κατὰ τὰς πληροφορίας, αἱ συζητήσεις συνεχίσθησαν καθ’ ὅλην τὴν διάρκειαν τῆς ἡμέρας, ἐνῶ οἱ ἐκπρόσωποι τῶν ἐνδιαφερομένων ὀργανώσεων ἐδήλωσαν ὅτι θὰ ὑποβάλουν ὑπόμνημα πρὸς τὸ ἁρμόδιον ὑπουργεῖον. Ἐπίσης ἀνεκοινώθη ὅτι ἡ ἐπιτροπὴ θὰ συνέλθῃ ἐκ νέου ἐντὸς τῆς προσεχοῦς ἑβδομάδος διὰ νὰ ἐξετάσῃ τὰς προτάσεις καὶ νὰ λάβῃ τὰς τελικὰς ἀποφάσεις ἐπὶ τοῦ ζητήματος, τὸ ὁποῖον ἀπασχολεῖ ἀπὸ μακροῦ τὴν κοινὴν γνώμην τῆς χώρας καὶ τοὺς ἁρμοδίους κύκλους. [310, 933, 405, 1035]
body-text: ρήνην καὶ τῆς κυβερνήσεως αὐτῆς ὑπὸ τὴν ἐπίβλεψιν τῶν ἁρμοδίων ἀρχῶν, αἵτινες ἀπεφάσισαν τὴν ἄμεσον ἐφαρμογὴν τῶν ληφθέντων μέτρων. Κατὰ τὰς πληροφορίας, αἱ συζητήσεις συνεχίσθησαν καθ’ ὅλην τὴν διάρκειαν τῆς ἡμέρας, ἐνῶ οἱ ἐκπρόσωποι τῶν ἐνδιαφερομένων ὀργανώσεων ἐδήλωσαν ὅτι θὰ ὑποβάλουν ὑπόμνημα πρὸς τὸ ἁρμόδιον ὑπουργεῖον. Ἐπίσης ἀνεκοινώθη ὅτι ἡ ἐπιτροπὴ θὰ συνέλθῃ ἐκ νέου ἐντὸς τῆς προσεχοῦς ἑβδομάδος διὰ νὰ ἐξετάσῃ τὰς προτάσεις καὶ νὰ λάβῃ τὰς τελικὰς ἀποφάσεις ἐπὶ τοῦ ζητήματος, τὸ ὁποῖον ἀπασχολεῖ ἀπὸ μακροῦ τὴν κοινὴν γνώμην τῆς χώρας καὶ τοὺς ἁρμοδίους κύκλους. [415, 130, 601, 308]
article-body [97, 1303, 196, 1393]
article-body: ΟΥΑΣΙΓΚΤΩΝ, 4.— ρήνην καὶ τῆς κυβερνήσεως αὐτῆς ὑπὸ τὴν ἐπίβλεψιν τῶν ἁρμοδίων ἀρχῶν, αἵτινες ἀπεφάσισαν τὴν ἄμεσον ἐφαρμογὴν τῶν ληφθέντων μέτρων. Κατὰ τὰς πληροφορίας, αἱ συζητήσεις συνεχίσθησαν καθ’ ὅλην τὴν διάρκειαν τῆς ἡμέρας, ἐνῶ οἱ ἐκπρόσωποι τῶν ἐνδιαφερομένων ὀργανώσεων ἐδήλωσαν ὅτι θὰ ὑποβάλουν ὑπόμνημα πρὸς τὸ ἁρμόδιον ὑπουργεῖον. Ἐπίσης ἀνεκοινώθη ὅτι ἡ ἐπιτροπὴ θὰ συνέλθῃ ἐκ νέου ἐντὸς τῆς προσεχοῦς ἑβδομάδος διὰ νὰ ἐξετάσῃ τὰς προτάσεις καὶ νὰ λάβῃ τὰς τελικὰς ἀποφάσεις ἐπὶ τοῦ ζητήματος, τὸ ὁποῖον ἀπασχολεῖ ἀπὸ μακροῦ τὴν κοινὴν γνώμην τῆς χώρας καὶ τοὺς ἁρμοδίους κύκλους. [14, 1764, 86, 1898]
body-text: ρήνην καὶ τῆς κυβερνήσεως αὐτῆς ὑπὸ τὴν ἐπίβλεψιν τῶν ἁρμοδίων ἀρχῶν, αἵτινες ἀπεφάσισαν τὴν ἄμεσον ἐφαρμογὴν τῶν ληφθέντων μέτρων. Κατὰ τὰς πληροφορίας, αἱ συζητήσεις συνεχίσθησαν καθ’ ὅλην τὴν διάρκειαν τῆς ἡμέρας, ἐνῶ οἱ ἐκπρόσωποι τῶν ἐνδιαφερομένων ὀργανώσεων ἐδήλωσαν ὅτι θὰ ὑποβάλουν ὑπόμνημα πρὸς τὸ ἁρμόδιον ὑπουργεῖον. Ἐπίσης ἀνεκοινώθη ὅτι ἡ ἐπιτροπὴ θὰ συνέλθῃ ἐκ νέου ἐντὸς τῆς προσεχοῦς ἑβδομάδος διὰ νὰ ἐξετάσῃ τὰς προτάσεις καὶ νὰ λάβῃ τὰς τελικὰς ἀποφάσεις ἐπὶ τοῦ ζητήματος, τὸ ὁποῖον ἀπασχολεῖ ἀπὸ μακροῦ τὴν κοινὴν γνώμην τῆς χώρας καὶ τοὺς ἁρμοδίους κύκλους. [201, 405, 300, 495]
body-text: ρήνην καὶ τῆς κυβερνήσεως αὐτῆς ὑπὸ τὴν ἐπίβλεψιν τῶν ἁρμοδίων ἀρχῶν, αἵτινες ἀπεφάσισαν τὴν ἄμεσον ἐφαρμογὴν τῶν ληφθέντων μέτρων. Κατὰ τὰς πληροφορίας, αἱ συζητήσεις συνεχίσθησαν καθ’ ὅλην τὴν διάρκειαν τῆς ἡμέρας, ἐνῶ οἱ ἐκπρόσωποι τῶν ἐνδιαφερομένων ὀργανώσεων ἐδήλωσαν ὅτι θὰ ὑποβάλουν ὑπόμνημα πρὸς τὸ ἁρμόδιον ὑπουργεῖον. Ἐπίσης ἀνεκοινώθη ὅτι ἡ ἐπιτροπὴ θὰ συνέλθῃ ἐκ νέου ἐντὸς τῆς προσεχοῦς ἑβδομάδος διὰ νὰ ἐξετάσῃ τὰς προτάσεις καὶ νὰ λάβῃ τὰς τελικὰς ἀποφάσεις ἐπὶ τοῦ ζητήματος, τὸ ὁποῖον ἀπασχολεῖ ἀπὸ μακροῦ τὴν κοινὴν γνώμην τῆς χώρας καὶ τοὺς ἁρμοδίους κύκλους. [310, 636, 405, 738]
headline: ΔΕΝ ΑΠΕΦΑΣΙΣΘΗ Ο ΧΡΟΝΟΣ ΤΩΝ ΕΚΛΟΓΩΝ ΑΝΑΚΟΙΝΟΥΝ ΟΙ ΚΥΒΕΡΝΗΤΙΚΟΙ [715, 12, 829, 49]
article-body: ΚΟΜΟΤΗΝΗ, 4.— ρήνην καὶ τῆς κυβερνήσεως αὐτῆς ὑπὸ τὴν ἐπίβλεψιν τῶν ἁρμοδίων ἀρχῶν, αἵτινες ἀπεφάσισαν τὴν ἄμεσον ἐφαρμογὴν τῶν ληφθέντων μέτρων. Κατὰ τὰς πληροφορίας, αἱ συζητήσεις συνεχίσθησαν καθ’ ὅλην τὴν διάρκειαν τῆς ἡμέρας, ἐνῶ οἱ ἐκπρόσωποι τῶν ἐνδιαφερομένων ὀργανώσεων ἐδήλωσαν ὅτι θὰ ὑποβάλουν ὑπόμνημα πρὸς τὸ ἁρμόδιον ὑπουργεῖον. Ἐπίσης ἀνεκοινώθη ὅτι ἡ ἐπιτροπὴ θὰ συνέλθῃ ἐκ νέου ἐντὸς τῆς προσεχοῦς ἑβδομάδος διὰ νὰ ἐξετάσῃ τὰς προτάσεις καὶ νὰ λάβῃ τὰς τελικὰς ἀποφάσεις ἐπὶ τοῦ ζητήματος, τὸ ὁποῖον ἀπασχολεῖ ἀπὸ μακροῦ τὴν κοινὴν γνώμην τῆς χώρας καὶ τοὺς ἁρμοδίους κύκλους. [310, 1091, 405, 1193]
body-text: ρήνην καὶ τῆς κυβερνήσεως αὐτῆς ὑπὸ τὴν ἐπίβλεψιν τῶν ἁρμοδίων ἀρχῶν, αἵτινες ἀπεφάσισαν τὴν ἄμεσον ἐφαρμογὴν τῶν ληφθέντων μέτρων. Κατὰ τὰς πληροφορίας, αἱ συζητήσεις συνεχίσθησαν καθ’ ὅλην τὴν διάρκειαν τῆς ἡμέρας, ἐνῶ οἱ ἐκπρόσωποι τῶν ἐνδιαφερομένων ὀργανώσεων ἐδήλωσαν ὅτι θὰ ὑποβάλουν ὑπόμνημα πρὸς τὸ ἁρμόδιον ὑπουργεῖον. Ἐπίσης ἀνεκοινώθη ὅτι ἡ ἐπιτροπὴ θὰ συνέλθῃ ἐκ νέου ἐντὸς τῆς προσεχοῦς ἑβδομάδος διὰ νὰ ἐξετάσῃ τὰς προτάσεις καὶ νὰ λάβῃ τὰς τελικὰς ἀποφάσεις ἐπὶ τοῦ ζητήματος, τὸ ὁποῖον ἀπασχολεῖ ἀπὸ μακροῦ τὴν κοινὴν γνώμην τῆς χώρας καὶ τοὺς ἁρμοδίους κύκλους. [97, 405, 196, 495]
body-text: ρήνην καὶ τῆς κυβερνήσεως αὐτῆς ὑπὸ τὴν ἐπίβλεψιν τῶν ἁρμοδίων ἀρχῶν, αἵτινες ἀπεφάσισαν τὴν ἄμεσον ἐφαρμογὴν τῶν ληφθέντων μέτρων. Κατὰ τὰς πληροφορίας, αἱ συζητήσεις συνεχίσθησαν καθ’ ὅλην τὴν διάρκειαν τῆς ἡμέρας, ἐνῶ οἱ ἐκπρόσωποι τῶν ἐνδιαφερομένων ὀργανώσεων ἐδήλωσαν ὅτι θὰ ὑποβάλουν ὑπόμνημα πρὸς τὸ ἁρμόδιον ὑπουργεῖον. Ἐπίσης ἀνεκοινώθη ὅτι ἡ ἐπιτροπὴ θὰ συνέλθῃ ἐκ νέου ἐντὸς τῆς προσεχοῦς ἑβδομάδος διὰ νὰ ἐξετάσῃ τὰς προτάσεις καὶ νὰ λάβῃ τὰς τελικὰς ἀποφάσεις ἐπὶ τοῦ ζητήματος, τὸ ὁποῖον ἀπασχολεῖ ἀπὸ μακροῦ τὴν κοινὴν γνώμην τῆς χώρας καὶ τοὺς ἁρμοδίους κύκλους. [707, 355, 837, 425]
article-body: ΑΘΗΝΑΙ, 4.— ρήνην καὶ τῆς κυβερνήσεως αὐτῆς ὑπὸ τὴν ἐπίβλεψιν τῶν ἁρμοδίων ἀρχῶν, αἵτινες ἀπεφάσισαν τὴν ἄμεσον ἐφαρμογὴν τῶν ληφθέντων μέτρων. Κατὰ τὰς πληροφορίας, αἱ συζητήσεις συνεχίσθησαν καθ’ ὅλην τὴν διάρκειαν τῆς ἡμέρας, ἐνῶ οἱ ἐκπρόσωποι τῶν ἐνδιαφερομένων ὀργανώσεων ἐδήλωσαν ὅτι θὰ ὑποβάλουν ὑπόμνημα πρὸς τὸ ἁρμόδιον ὑπουργεῖον. Ἐπίσης ἀνεκοινώθη ὅτι ἡ ἐπιτροπὴ θὰ συνέλθῃ ἐκ νέου ἐντὸς τῆς προσεχοῦς ἑβδομάδος διὰ νὰ ἐξετάσῃ τὰς προτάσεις καὶ νὰ λάβῃ τὰς τελικὰς ἀποφάσεις ἐπὶ τοῦ ζητήματος, τὸ ὁποῖον ἀπασχολεῖ ἀπὸ μακροῦ τὴν κοινὴν γνώμην τῆς χώρας καὶ τοὺς ἁρμοδίους κύκλους. [310, 933, 405, 1035]
body-text: ρήνην καὶ τῆς κυβερνήσεως αὐτῆς ὑπὸ τὴν ἐπίβλεψιν τῶν ἁρμοδίων ἀρχῶν, αἵτινες ἀπεφάσισαν τὴν ἄμεσον ἐφαρμογὴν τῶν ληφθέντων μέτρων. Κατὰ τὰς πληροφορίας, αἱ συζητήσεις συνεχίσθησαν καθ’ ὅλην τὴν διάρκειαν τῆς ἡμέρας, ἐνῶ οἱ ἐκπρόσωποι τῶν ἐνδιαφερομένων ὀργανώσεων ἐδήλωσαν ὅτι θὰ ὑποβάλουν ὑπόμνημα πρὸς τὸ ἁρμόδιον ὑπουργεῖον. Ἐπίσης ἀνεκοινώθη ὅτι ἡ ἐπιτροπὴ θὰ συνέλθῃ ἐκ νέου ἐντὸς τῆς προσεχοῦς ἑβδομάδος διὰ νὰ ἐξετάσῃ τὰς προτάσεις καὶ νὰ λάβῃ τὰς τελικὰς ἀποφάσεις ἐπὶ τοῦ ζητήματος, τὸ ὁποῖον ἀπασχολεῖ ἀπὸ μακροῦ τὴν κοινὴν γνώμην τῆς χώρας καὶ τοὺς ἁρμοδίους κύκλους. [511, 472, 601, 574]
body-text: ρήνην καὶ τῆς κυβερνήσεως αὐτῆς ὑπὸ τὴν ἐπίβλεψιν τῶν ἁρμοδίων ἀρχῶν, αἵτινες ἀπεφάσισαν τὴν ἄμεσον ἐφαρμογὴν τῶν ληφθέντων μέτρων. Κατὰ τὰς πληροφορίας, αἱ συζητήσεις συνεχίσθησαν καθ’ ὅλην τὴν διάρκειαν τῆς ἡμέρας, ἐνῶ οἱ ἐκπρόσωποι τῶν ἐνδιαφερομένων ὀργανώσεων ἐδήλωσαν ὅτι θὰ ὑποβάλουν ὑπόμνημα πρὸς τὸ ἁρμόδιον ὑπουργεῖον. Ἐπίσης ἀνεκοινώθη ὅτι ἡ ἐπιτροπὴ θὰ συνέλθῃ ἐκ νέου ἐντὸς τῆς προσεχοῦς ἑβδομάδος διὰ νὰ ἐξετάσῃ τὰς προτάσεις καὶ νὰ λάβῃ τὰς τελικὰς ἀποφάσεις ἐπὶ τοῦ ζητήματος, τὸ ὁποῖον ἀπασχολεῖ ἀπὸ μακροῦ τὴν κοινὴν γνώμην τῆς χώρας καὶ τοὺς ἁρμοδίους κύκλους. [415, 919, 505, 1022]
column-3 [307, 11, 408, 1891]
article-body: ΠΟΛΙΣ ΓΟΥΑΤΕΜΑΛΑ, 4.— ρήνην καὶ τῆς κυβερνήσεως αὐτῆς ὑπὸ τὴν ἐπίβλεψιν τῶν ἁρμοδίων ἀρχῶν, αἵτινες ἀπεφάσισαν τὴν ἄμεσον ἐφαρμογὴν τῶν ληφθέντων μέτρων. Κατὰ τὰς πληροφορίας, αἱ συζητήσεις συνεχίσθησαν καθ’ ὅλην τὴν διάρκειαν τῆς ἡμέρας, ἐνῶ οἱ ἐκπρόσωποι τῶν ἐνδιαφερομένων ὀργανώσεων ἐδήλωσαν ὅτι θὰ ὑποβάλουν ὑπόμνημα πρὸς τὸ ἁρμόδιον ὑπουργεῖον. Ἐπίσης ἀνεκοινώθη ὅτι ἡ ἐπιτροπὴ θὰ συνέλθῃ ἐκ νέου ἐντὸς τῆς προσεχοῦς ἑβδομάδος διὰ νὰ ἐξετάσῃ τὰς προτάσεις καὶ νὰ λάβῃ τὰς τελικὰς ἀποφάσεις ἐπὶ τοῦ ζητήματος, τὸ ὁποῖον ἀπασχολεῖ ἀπὸ μακροῦ τὴν κοινὴν γνώμην τῆς χώρας καὶ τοὺς ἁρμοδίους κύκλους. [707, 930, 838, 1007]
russian-banner-2: ΠΕΡΙΕΧΕΙ Η ΝΕΑ ΜΕΤΡΙΟΠΑΘΗΣ ΔΙΑΚΟΙΝΩΣΙΣ [432, 772, 679, 804]
kicker: ΚΑΤ’ ἈΡΧῊΝ ΕἾΝΑΙ ὝΠΟΠΤΟΣ Ὁ ΞΈΝΟΣ [152, 924, 203, 970]
body-text: ρήνην καὶ τῆς κυβερνήσεως αὐτῆς ὑπὸ τὴν ἐπίβλεψιν τῶν ἁρμοδίων ἀρχῶν, αἵτινες ἀπεφάσισαν τὴν ἄμεσον ἐφαρμογὴν τῶν ληφθέντων μέτρων. Κατὰ τὰς πληροφορίας, αἱ συζητήσεις συνεχίσθησαν καθ’ ὅλην τὴν διάρκειαν τῆς ἡμέρας, ἐνῶ οἱ ἐκπρόσωποι τῶν ἐνδιαφερομένων ὀργανώσεων ἐδήλωσαν ὅτι θὰ ὑποβάλουν ὑπόμνημα πρὸς τὸ ἁρμόδιον ὑπουργεῖον. Ἐπίσης ἀνεκοινώθη ὅτι ἡ ἐπιτροπὴ θὰ συνέλθῃ ἐκ νέου ἐντὸς τῆς προσεχοῦς ἑβδομάδος διὰ νὰ ἐξετάσῃ τὰς προτάσεις καὶ νὰ λάβῃ τὰς τελικὰς ἀποφάσεις ἐπὶ τοῦ ζητήματος, τὸ ὁποῖον ἀπασχολεῖ ἀπὸ μακροῦ τὴν κοινὴν γνώμην τῆς χώρας καὶ τοὺς ἁρμοδίους κύκλους. [14, 1764, 86, 1898]
body-text: ρήνην καὶ τῆς κυβερνήσεως αὐτῆς ὑπὸ τὴν ἐπίβλεψιν τῶν ἁρμοδίων ἀρχῶν, αἵτινες ἀπεφάσισαν τὴν ἄμεσον ἐφαρμογὴν τῶν ληφθέντων μέτρων. Κατὰ τὰς πληροφορίας, αἱ συζητήσεις συνεχίσθησαν καθ’ ὅλην τὴν διάρκειαν τῆς ἡμέρας, ἐνῶ οἱ ἐκπρόσωποι τῶν ἐνδιαφερομένων ὀργανώσεων ἐδήλωσαν ὅτι θὰ ὑποβάλουν ὑπόμνημα πρὸς τὸ ἁρμόδιον ὑπουργεῖον. Ἐπίσης ἀνεκοινώθη ὅτι ἡ ἐπιτροπὴ θὰ συνέλθῃ ἐκ νέου ἐντὸς τῆς προσεχοῦς ἑβδομάδος διὰ νὰ ἐξετάσῃ τὰς προτάσεις καὶ νὰ λάβῃ τὰς τελικὰς ἀποφάσεις ἐπὶ τοῦ ζητήματος, τὸ ὁποῖον ἀπασχολεῖ ἀπὸ μακροῦ τὴν κοινὴν γνώμην τῆς χώρας καὶ τοὺς ἁρμοδίους κύκλους. [415, 390, 601, 668]
article-body: ΑΘΗΝΑΙ, 4.— ρήνην καὶ τῆς κυβερνήσεως αὐτῆς ὑπὸ τὴν ἐπίβλεψιν τῶν ἁρμοδίων ἀρχῶν, αἵτινες ἀπεφάσισαν τὴν ἄμεσον ἐφαρμογὴν τῶν ληφθέντων μέτρων. Κατὰ τὰς πληροφορίας, αἱ συζητήσεις συνεχίσθησαν καθ’ ὅλην τὴν διάρκειαν τῆς ἡμέρας, ἐνῶ οἱ ἐκπρόσωποι τῶν ἐνδιαφερομένων ὀργανώσεων ἐδήλωσαν ὅτι θὰ ὑποβάλουν ὑπόμνημα πρὸς τὸ ἁρμόδιον ὑπουργεῖον. Ἐπίσης ἀνεκοινώθη ὅτι ἡ ἐπιτροπὴ θὰ συνέλθῃ ἐκ νέου ἐντὸς τῆς προσεχοῦς ἑβδομάδος διὰ νὰ ἐξετάσῃ τὰς προτάσεις καὶ νὰ λάβῃ τὰς τελικὰς ἀποφάσεις ἐπὶ τοῦ ζητήματος, τὸ ὁποῖον ἀπασχολεῖ ἀπὸ μακροῦ τὴν κοινὴν γνώμην τῆς χώρας καὶ τοὺς ἁρμοδίους κύκλους. [310, 1658, 405, 1760]
article-body: ΑΘΗΝΑΙ, 4.— ρήνην καὶ τῆς κυβερνήσεως αὐτῆς ὑπὸ τὴν ἐπίβλεψιν τῶν ἁρμοδίων ἀρχῶν, αἵτινες ἀπεφάσισαν τὴν ἄμεσον ἐφαρμογὴν τῶν ληφθέντων μέτρων. Κατὰ τὰς πληροφορίας, αἱ συζητήσεις συνεχίσθησαν καθ’ ὅλην τὴν διάρκειαν τῆς ἡμέρας, ἐνῶ οἱ ἐκπρόσωποι τῶν ἐνδιαφερομένων ὀργανώσεων ἐδήλωσαν ὅτι θὰ ὑποβάλουν ὑπόμνημα πρὸς τὸ ἁρμόδιον ὑπουργεῖον. Ἐπίσης ἀνεκοινώθη ὅτι ἡ ἐπιτροπὴ θὰ συνέλθῃ ἐκ νέου ἐντὸς τῆς προσεχοῦς ἑβδομάδος διὰ νὰ ἐξετάσῃ τὰς προτάσεις καὶ νὰ λάβῃ τὰς τελικὰς ἀποφάσεις ἐπὶ τοῦ ζητήματος, τὸ ὁποῖον ἀπασχολεῖ ἀπὸ μακροῦ τὴν κοινὴν γνώμην τῆς χώρας καὶ τοὺς ἁρμοδίους κύκλους. [707, 1158, 837, 1228]
russian-story-body: ΜΟΣΧΑ, 4. (Ρώυτερ).— ρήνην καὶ τῆς κυβερνήσεως αὐτῆς ὑπὸ τὴν ἐπίβλεψιν τῶν ἁρμοδίων ἀρχῶν, αἵτινες ἀπεφάσισαν τὴν ἄμεσον ἐφαρμογὴν τῶν ληφθέντων μέτρων. Κατὰ τὰς πληροφορίας, αἱ συζητήσεις συνεχίσθησαν καθ’ ὅλην τὴν διάρκειαν τῆς ἡμέρας, ἐνῶ οἱ ἐκπρόσωποι τῶν ἐνδιαφερομένων ὀργανώσεων ἐδήλωσαν ὅτι θὰ ὑποβάλουν ὑπόμνημα πρὸς τὸ ἁρμόδιον ὑπουργεῖον. Ἐπίσης ἀνεκοινώθη ὅτι ἡ ἐπιτροπὴ θὰ συνέλθῃ ἐκ νέου ἐντὸς τῆς προσεχοῦς ἑβδομάδος διὰ νὰ ἐξετάσῃ τὰς προτάσεις καὶ νὰ λάβῃ τὰς τελικὰς ἀποφάσεις ἐπὶ τοῦ ζητήματος, τὸ ὁποῖον ἀπασχολεῖ ἀπὸ μακροῦ τὴν κοινὴν γνώμην τῆς χώρας καὶ τοὺς ἁρμοδίους κύκλους. ΜΙΚΡΑΙ ΜΕΤΑΒΟΛΑΙ ΛΟΝΔΙΝΟΝ, 4. (Ρώυτερ).— ρήνην καὶ τῆς κυβερνήσεως αὐτῆς ὑπὸ τὴν ἐπίβλεψιν τῶν ἁρμοδίων ἀρχῶν, αἵτινες ἀπεφάσισαν τὴν ἄμεσον ἐφαρμογὴν τῶν ληφθέντων μέτρων. Κατὰ τὰς πληροφορίας, αἱ συζητήσεις συνεχίσθησαν καθ’ ὅλην τὴν διάρκειαν τῆς ἡμέρας, ἐνῶ οἱ ἐκπρόσωποι τῶν ἐνδιαφερομένων ὀργανώσεων ἐδήλωσαν ὅτι θὰ ὑποβάλουν ὑπόμνημα πρὸς τὸ ἁρμόδιον ὑπουργεῖον. Ἐπίσης ἀνεκοινώθη ὅτι ἡ ἐπιτροπὴ θὰ συνέλθῃ ἐκ νέου ἐντὸς τῆς προσεχοῦς ἑβδομάδος διὰ νὰ ἐξετάσῃ τὰς προτάσεις καὶ νὰ λάβῃ τὰς τελικὰς ἀποφάσεις ἐπὶ τοῦ ζητήματος, τὸ ὁποῖον ἀπασχολεῖ ἀπὸ μακροῦ τὴν κοινὴν γνώμην τῆς χώρας καὶ τοὺς ἁρμοδίους κύκλους. ΑΙ ΓΕΡΜΑΝΙΚΑΙ ΜΕΡΙΜΝΑΙ ΒΟΝΝΗ, 4. (Ρώυτερ).— ρήνην καὶ τῆς κυβερνήσεως αὐτῆς ὑπὸ τὴν ἐπίβλεψιν τῶν ἁρμοδίων ἀρχῶν, αἵτινες ἀπεφάσισαν τὴν ἄμεσον ἐφαρμογὴν τῶν ληφθέντων μέτρων. Κατὰ τὰς πληροφορίας, αἱ συζητήσεις συνεχίσθησαν καθ’ ὅλην τὴν διάρκειαν τῆς ἡμέρας, ἐνῶ οἱ ἐκπρόσωποι τῶν ἐνδιαφερομένων ὀργανώσεων ἐδήλωσαν ὅτι θὰ ὑποβάλουν ὑπόμνημα πρὸς τὸ ἁρμόδιον ὑπουργεῖον. Ἐπίσης ἀνεκοινώθη ὅτι ἡ ἐπιτροπὴ θὰ συνέλθῃ ἐκ νέου ἐντὸς τῆς προσεχοῦς ἑβδομάδος διὰ νὰ ἐξετάσῃ τὰς προτάσεις καὶ νὰ λάβῃ τὰς τελικὰς ἀποφάσεις ἐπὶ τοῦ ζητήματος, τὸ ὁποῖον ἀπασχολεῖ ἀπὸ μακροῦ τὴν κοινὴν γνώμην τῆς χώρας καὶ τοὺς ἁρμοδίους κύκλους. ΜΕΤΡΙΟΠΑΘΗΣ ΟΥΑΣΙΓΚΤΩΝ, 4. (Ἀσ. Πρ.).— ρήνην καὶ τῆς κυβερνήσεως αὐτῆς ὑπὸ τὴν ἐπίβλεψιν τῶν ἁρμοδίων ἀρχῶν, αἵτινες ἀπεφάσισαν τὴν ἄμεσον ἐφαρμογὴν τῶν ληφθέντων μέτρων. Κατὰ τὰς πληροφορίας, αἱ συζητήσεις συνεχίσθησαν καθ’ ὅλην τὴν διάρκειαν τῆς ἡμέρας, ἐνῶ οἱ ἐκπρόσωποι τῶν ἐνδιαφερομένων ὀργανώσεων ἐδήλωσαν ὅτι θὰ ὑποβάλουν ὑπόμνημα πρὸς τὸ ἁρμόδιον ὑπουργεῖον. Ἐπίσης ἀνεκοινώθη ὅτι ἡ ἐπιτροπὴ θὰ συνέλθῃ ἐκ νέου ἐντὸς τῆς προσεχοῦς ἑβδομάδος διὰ νὰ ἐξετάσῃ τὰς προτάσεις καὶ νὰ λάβῃ τὰς τελικὰς ἀποφάσεις ἐπὶ τοῦ ζητήματος, τὸ ὁποῖον ἀπασχολεῖ ἀπὸ μακροῦ τὴν κοινὴν γνώμην τῆς χώρας καὶ τοὺς ἁρμοδίους κύκλους. ΝΕΑ ΠΕΡΙΟΡΙΣΤΙΚΑ ΜΕΤΡΑ ΒΕΡΟΛΙΝΟΝ, 4. (Ρώυτερ).— ρήνην καὶ τῆς κυβερνήσεως αὐτῆς ὑπὸ τὴν ἐπίβλεψιν τῶν ἁρμοδίων ἀρχῶν, αἵτινες ἀπεφάσισαν τὴν ἄμεσον ἐφαρμογὴν τῶν ληφθέντων μέτρων. Κατὰ τὰς πληροφορίας, αἱ συζητήσεις συνεχίσθησαν καθ’ ὅλην τὴν διάρκειαν τῆς ἡμέρας, ἐνῶ οἱ ἐκπρόσωποι τῶν ἐνδιαφερομένων ὀργανώσεων ἐδήλωσαν ὅτι θὰ ὑποβάλουν ὑπόμνημα πρὸς τὸ ἁρμόδιον ὑπουργεῖον. Ἐπίσης ἀνεκοινώθη ὅτι ἡ ἐπιτροπὴ θὰ συνέλθῃ ἐκ νέου ἐντὸς τῆς προσεχοῦς ἑβδομάδος διὰ νὰ ἐξετάσῃ τὰς προτάσεις καὶ νὰ λάβῃ τὰς τελικὰς ἀποφάσεις ἐπὶ τοῦ ζητήματος, τὸ ὁποῖον ἀπασχολεῖ ἀπὸ μακροῦ τὴν κοινὴν γνώμην τῆς χώρας καὶ τοὺς ἁρμοδίους κύκλους. ΣΚΛΗΡΑ, ΑΛΛΑ ΜΕΤΡΙΟΠΑΘΗ ρήνην καὶ τῆς κυβερνήσεως αὐτῆς ὑπὸ τὴν ἐπίβλεψιν τῶν ἁρμοδίων ἀρχῶν, αἵτινες ἀπεφάσισαν τὴν ἄμεσον ἐφαρμογὴν τῶν ληφθέντων μέτρων. Κατὰ τὰς πληροφορίας, αἱ συζητήσεις συνεχίσθησαν καθ’ ὅλην τὴν διάρκειαν τῆς ἡμέρας, ἐνῶ οἱ ἐκπρόσωποι τῶν ἐνδιαφερομένων ὀργανώσεων ἐδήλωσαν ὅτι θὰ ὑποβάλουν ὑπόμνημα πρὸς τὸ ἁρμόδιον ὑπουργεῖον. Ἐπίσης ἀνεκοινώθη ὅτι ἡ ἐπιτροπὴ θὰ συνέλθῃ ἐκ νέου ἐντὸς τῆς προσεχοῦς ἑβδομάδος διὰ νὰ ἐξετάσῃ τὰς προτάσεις καὶ νὰ λάβῃ τὰς τελικὰς ἀποφάσεις ἐπὶ τοῦ ζητήματος, τὸ ὁποῖον ἀπασχολεῖ ἀπὸ μακροῦ τὴν κοινὴν γνώμην τῆς χώρας καὶ τοὺς ἁρμοδίους κύκλους. ΔΕΝ ΕΙΧΕΝ ΣΠΟΥΔΑΙΟΤΗΤΑ ρήνην καὶ τῆς κυβερνήσεως αὐτῆς ὑπὸ τὴν ἐπίβλεψιν τῶν ἁρμοδίων ἀρχῶν, αἵτινες ἀπεφάσισαν τὴν ἄμεσον ἐφαρμογὴν τῶν ληφθέντων μέτρων. Κατὰ τὰς πληροφορίας, αἱ συζητήσεις συνεχίσθησαν καθ’ ὅλην τὴν διάρκειαν τῆς ἡμέρας, ἐνῶ οἱ ἐκπρόσωποι τῶν ἐνδιαφερομένων ὀργανώσεων ἐδήλωσαν ὅτι θὰ ὑποβάλουν ὑπόμνημα πρὸς τὸ ἁρμόδιον ὑπουργεῖον. Ἐπίσης ἀνεκοινώθη ὅτι ἡ ἐπιτροπὴ θὰ συνέλθῃ ἐκ νέου ἐντὸς τῆς προσεχοῦς ἑβδομάδος διὰ νὰ ἐξετάσῃ τὰς προτάσεις καὶ νὰ λάβῃ τὰς τελικὰς ἀποφάσεις ἐπὶ τοῦ ζητήματος, τὸ ὁποῖον ἀπασχολεῖ ἀπὸ μακροῦ τὴν κοινὴν γνώμην τῆς χώρας καὶ τοὺς ἁρμοδίους κύκλους. ρήνην καὶ τῆς κυβερνήσεως αὐτῆς ὑπὸ τὴν ἐπίβλεψιν τῶν ἁρμοδίων ἀρχῶν, αἵτινες ἀπεφάσισαν τὴν ἄμεσον ἐφαρμογὴν τῶν ληφθέντων μέτρων. Κατὰ τὰς πληροφορίας, αἱ συζητήσεις συνεχίσθησαν καθ’ ὅλην τὴν διάρκειαν τῆς ἡμέρας, ἐνῶ οἱ ἐκπρόσωποι τῶν ἐνδιαφερομένων ὀργανώσεων ἐδήλωσαν ὅτι θὰ ὑποβάλουν ὑπόμνημα πρὸς τὸ ἁρμόδιον ὑπουργεῖον. Ἐπίσης ἀνεκοινώθη ὅτι ἡ ἐπιτροπὴ θὰ συνέλθῃ ἐκ νέου ἐντὸς τῆς προσεχοῦς ἑβδομάδος διὰ νὰ ἐξετάσῃ τὰς προτάσεις καὶ νὰ λάβῃ τὰς τελικὰς ἀποφάσεις ἐπὶ τοῦ ζητήματος, τὸ ὁποῖον ἀπασχολεῖ ἀπὸ μακροῦ τὴν κοινὴν γνώμην τῆς χώρας καὶ τοὺς ἁρμοδίους κύκλους. [415, 806, 697, 1115]
body-text: ρήνην καὶ τῆς κυβερνήσεως αὐτῆς ὑπὸ τὴν ἐπίβλεψιν τῶν ἁρμοδίων ἀρχῶν, αἵτινες ἀπεφάσισαν τὴν ἄμεσον ἐφαρμογὴν τῶν ληφθέντων μέτρων. Κατὰ τὰς πληροφορίας, αἱ συζητήσεις συνεχίσθησαν καθ’ ὅλην τὴν διάρκειαν τῆς ἡμέρας, ἐνῶ οἱ ἐκπρόσωποι τῶν ἐνδιαφερομένων ὀργανώσεων ἐδήλωσαν ὅτι θὰ ὑποβάλουν ὑπόμνημα πρὸς τὸ ἁρμόδιον ὑπουργεῖον. Ἐπίσης ἀνεκοινώθη ὅτι ἡ ἐπιτροπὴ θὰ συνέλθῃ ἐκ νέου ἐντὸς τῆς προσεχοῦς ἑβδομάδος διὰ νὰ ἐξετάσῃ τὰς προτάσεις καὶ νὰ λάβῃ τὰς τελικὰς ἀποφάσεις ἐπὶ τοῦ ζητήματος, τὸ ὁποῖον ἀπασχολεῖ ἀπὸ μακροῦ τὴν κοινὴν γνώμην τῆς χώρας καὶ τοὺς ἁρμοδίους κύκλους. [511, 849, 602, 958]
headline: Η ΣΥΓΚΕΝΤΡΩΣΙΣ ΣΙΤΟΥ ΕΙΣ ΤΟΝ ΝΟΜΟΝ ΣΕΡΡΩΝ [319, 1349, 396, 1377]
body-text: ρήνην καὶ τῆς κυβερνήσεως αὐτῆς ὑπὸ τὴν ἐπίβλεψιν τῶν ἁρμοδίων ἀρχῶν, αἵτινες ἀπεφάσισαν τὴν ἄμεσον ἐφαρμογὴν τῶν ληφθέντων μέτρων. Κατὰ τὰς πληροφορίας, αἱ συζητήσεις συνεχίσθησαν καθ’ ὅλην τὴν διάρκειαν τῆς ἡμέρας, ἐνῶ οἱ ἐκπρόσωποι τῶν ἐνδιαφερομένων ὀργανώσεων ἐδήλωσαν ὅτι θὰ ὑποβάλουν ὑπόμνημα πρὸς τὸ ἁρμόδιον ὑπουργεῖον. Ἐπίσης ἀνεκοινώθη ὅτι ἡ ἐπιτροπὴ θὰ συνέλθῃ ἐκ νέου ἐντὸς τῆς προσεχοῦς ἑβδομάδος διὰ νὰ ἐξετάσῃ τὰς προτάσεις καὶ νὰ λάβῃ τὰς τελικὰς ἀποφάσεις ἐπὶ τοῦ ζητήματος, τὸ ὁποῖον ἀπασχολεῖ ἀπὸ μακροῦ τὴν κοινὴν γνώμην τῆς χώρας καὶ τοὺς ἁρμοδίους κύκλους. [97, 83, 300, 218]
headline: ΤΙ ΕΙΔΕΝ Ο Κ. ΧΑΤΣΗΓΡΗΓΟΡΗΣ ΕΙΣ ΤΗΝ ΡΩΣΣΙΑΝ [97, 892, 299, 915]
body-text: ρήνην καὶ τῆς κυβερνήσεως αὐτῆς ὑπὸ τὴν ἐπίβλεψιν τῶν ἁρμοδίων ἀρχῶν, αἵτινες ἀπεφάσισαν τὴν ἄμεσον ἐφαρμογὴν τῶν ληφθέντων μέτρων. Κατὰ τὰς πληροφορίας, αἱ συζητήσεις συνεχίσθησαν καθ’ ὅλην τὴν διάρκειαν τῆς ἡμέρας, ἐνῶ οἱ ἐκπρόσωποι τῶν ἐνδιαφερομένων ὀργανώσεων ἐδήλωσαν ὅτι θὰ ὑποβάλουν ὑπόμνημα πρὸς τὸ ἁρμόδιον ὑπουργεῖον. Ἐπίσης ἀνεκοινώθη ὅτι ἡ ἐπιτροπὴ θὰ συνέλθῃ ἐκ νέου ἐντὸς τῆς προσεχοῦς ἑβδομάδος διὰ νὰ ἐξετάσῃ τὰς προτάσεις καὶ νὰ λάβῃ τὰς τελικὰς ἀποφάσεις ἐπὶ τοῦ ζητήματος, τὸ ὁποῖον ἀπασχολεῖ ἀπὸ μακροῦ τὴν κοινὴν γνώμην τῆς χώρας καὶ τοὺς ἁρμοδίους κύκλους. [707, 158, 837, 235]
body-text: ρήνην καὶ τῆς κυβερνήσεως αὐτῆς ὑπὸ τὴν ἐπίβλεψιν τῶν ἁρμοδίων ἀρχῶν, αἵτινες ἀπεφάσισαν τὴν ἄμεσον ἐφαρμογὴν τῶν ληφθέντων μέτρων. Κατὰ τὰς πληροφορίας, αἱ συζητήσεις συνεχίσθησαν καθ’ ὅλην τὴν διάρκειαν τῆς ἡμέρας, ἐνῶ οἱ ἐκπρόσωποι τῶν ἐνδιαφερομένων ὀργανώσεων ἐδήλωσαν ὅτι θὰ ὑποβάλουν ὑπόμνημα πρὸς τὸ ἁρμόδιον ὑπουργεῖον. Ἐπίσης ἀνεκοινώθη ὅτι ἡ ἐπιτροπὴ θὰ συνέλθῃ ἐκ νέου ἐντὸς τῆς προσεχοῦς ἑβδομάδος διὰ νὰ ἐξετάσῃ τὰς προτάσεις καὶ νὰ λάβῃ τὰς τελικὰς ἀποφάσεις ἐπὶ τοῦ ζητήματος, τὸ ὁποῖον ἀπασχολεῖ ἀπὸ μακροῦ τὴν κοινὴν γνώμην τῆς χώρας καὶ τοὺς ἁρμοδίους κύκλους. [97, 1303, 196, 1393]
body-text: ρήνην καὶ τῆς κυβερνήσεως αὐτῆς ὑπὸ τὴν ἐπίβλεψιν τῶν ἁρμοδίων ἀρχῶν, αἵτινες ἀπεφάσισαν τὴν ἄμεσον ἐφαρμογὴν τῶν ληφθέντων μέτρων. Κατὰ τὰς πληροφορίας, αἱ συζητήσεις συνεχίσθησαν καθ’ ὅλην τὴν διάρκειαν τῆς ἡμέρας, ἐνῶ οἱ ἐκπρόσωποι τῶν ἐνδιαφερομένων ὀργανώσεων ἐδήλωσαν ὅτι θὰ ὑποβάλουν ὑπόμνημα πρὸς τὸ ἁρμόδιον ὑπουργεῖον. Ἐπίσης ἀνεκοινώθη ὅτι ἡ ἐπιτροπὴ θὰ συνέλθῃ ἐκ νέου ἐντὸς τῆς προσεχοῦς ἑβδομάδος διὰ νὰ ἐξετάσῃ τὰς προτάσεις καὶ νὰ λάβῃ τὰς τελικὰς ἀποφάσεις ἐπὶ τοῦ ζητήματος, τὸ ὁποῖον ἀπασχολεῖ ἀπὸ μακροῦ τὴν κοινὴν γνώμην τῆς χώρας καὶ τοὺς ἁρμοδίους κύκλους. [310, 793, 405, 896]
body-text: ρήνην καὶ τῆς κυβερνήσεως αὐτῆς ὑπὸ τὴν ἐπίβλεψιν τῶν ἁρμοδίων ἀρχῶν, αἵτινες ἀπεφάσισαν τὴν ἄμεσον ἐφαρμογὴν τῶν ληφθέντων μέτρων. Κατὰ τὰς πληροφορίας, αἱ συζητήσεις συνεχίσθησαν καθ’ ὅλην τὴν διάρκειαν τῆς ἡμέρας, ἐνῶ οἱ ἐκπρόσωποι τῶν ἐνδιαφερομένων ὀργανώσεων ἐδήλωσαν ὅτι θὰ ὑποβάλουν ὑπόμνημα πρὸς τὸ ἁρμόδιον ὑπουργεῖον. Ἐπίσης ἀνεκοινώθη ὅτι ἡ ἐπιτροπὴ θὰ συνέλθῃ ἐκ νέου ἐντὸς τῆς προσεχοῦς ἑβδομάδος διὰ νὰ ἐξετάσῃ τὰς προτάσεις καὶ νὰ λάβῃ τὰς τελικὰς ἀποφάσεις ἐπὶ τοῦ ζητήματος, τὸ ὁποῖον ἀπασχολεῖ ἀπὸ μακροῦ τὴν κοινὴν γνώμην τῆς χώρας καὶ τοὺς ἁρμοδίους κύκλους. [707, 1346, 837, 1417]
headline: ΕΝΘΑΡΡΥΝΤΙΚΗ Η ΣΥΝΑΝΤΗΣΙΣ ΤΩΝ Κ. Κ. ΠΑΠΑΝΔΡΕΟΥ ΚΑΙ ΓΕΩΡΚΑΔΖΗ [720, 433, 824, 470]
body-text: ρήνην καὶ τῆς κυβερνήσεως αὐτῆς ὑπὸ τὴν ἐπίβλεψιν τῶν ἁρμοδίων ἀρχῶν, αἵτινες ἀπεφάσισαν τὴν ἄμεσον ἐφαρμογὴν τῶν ληφθέντων μέτρων. Κατὰ τὰς πληροφορίας, αἱ συζητήσεις συνεχίσθησαν καθ’ ὅλην τὴν διάρκειαν τῆς ἡμέρας, ἐνῶ οἱ ἐκπρόσωποι τῶν ἐνδιαφερομένων ὀργανώσεων ἐδήλωσαν ὅτι θὰ ὑποβάλουν ὑπόμνημα πρὸς τὸ ἁρμόδιον ὑπουργεῖον. Ἐπίσης ἀνεκοινώθη ὅτι ἡ ἐπιτροπὴ θὰ συνέλθῃ ἐκ νέου ἐντὸς τῆς προσεχοῦς ἑβδομάδος διὰ νὰ ἐξετάσῃ τὰς προτάσεις καὶ νὰ λάβῃ τὰς τελικὰς ἀποφάσεις ἐπὶ τοῦ ζητήματος, τὸ ὁποῖον ἀπασχολεῖ ἀπὸ μακροῦ τὴν κοινὴν γνώμην τῆς χώρας καὶ τοὺς ἁρμοδίους κύκλους. [201, 128, 300, 218]
subheadline: ΕΠΕΤΕΘΗΣΑΝ ΚΑΤΑ ΝΕΟΥ ΚΑΙ ΤΟΝ ΕΤΡΑΥΜΑΤΙΣΑΝ [120, 385, 277, 404]
body-text: ρήνην καὶ τῆς κυβερνήσεως αὐτῆς ὑπὸ τὴν ἐπίβλεψιν τῶν ἁρμοδίων ἀρχῶν, αἵτινες ἀπεφάσισαν τὴν ἄμεσον ἐφαρμογὴν τῶν ληφθέντων μέτρων. Κατὰ τὰς πληροφορίας, αἱ συζητήσεις συνεχίσθησαν καθ’ ὅλην τὴν διάρκειαν τῆς ἡμέρας, ἐνῶ οἱ ἐκπρόσωποι τῶν ἐνδιαφερομένων ὀργανώσεων ἐδήλωσαν ὅτι θὰ ὑποβάλουν ὑπόμνημα πρὸς τὸ ἁρμόδιον ὑπουργεῖον. Ἐπίσης ἀνεκοινώθη ὅτι ἡ ἐπιτροπὴ θὰ συνέλθῃ ἐκ νέου ἐντὸς τῆς προσεχοῦς ἑβδομάδος διὰ νὰ ἐξετάσῃ τὰς προτάσεις καὶ νὰ λάβῃ τὰς τελικὰς ἀποφάσεις ἐπὶ τοῦ ζητήματος, τὸ ὁποῖον ἀπασχολεῖ ἀπὸ μακροῦ τὴν κοινὴν γνώμην τῆς χώρας καὶ τοὺς ἁρμοδίους κύκλους. [14, 2441, 86, 2575]
body-text: ρήνην καὶ τῆς κυβερνήσεως αὐτῆς ὑπὸ τὴν ἐπίβλεψιν τῶν ἁρμοδίων ἀρχῶν, αἵτινες ἀπεφάσισαν τὴν ἄμεσον ἐφαρμογὴν τῶν ληφθέντων μέτρων. Κατὰ τὰς πληροφορίας, αἱ συζητήσεις συνεχίσθησαν καθ’ ὅλην τὴν διάρκειαν τῆς ἡμέρας, ἐνῶ οἱ ἐκπρόσωποι τῶν ἐνδιαφερομένων ὀργανώσεων ἐδήλωσαν ὅτι θὰ ὑποβάλουν ὑπόμνημα πρὸς τὸ ἁρμόδιον ὑπουργεῖον. Ἐπίσης ἀνεκοινώθη ὅτι ἡ ἐπιτροπὴ θὰ συνέλθῃ ἐκ νέου ἐντὸς τῆς προσεχοῦς ἑβδομάδος διὰ νὰ ἐξετάσῃ τὰς προτάσεις καὶ νὰ λάβῃ τὰς τελικὰς ἀποφάσεις ἐπὶ τοῦ ζητήματος, τὸ ὁποῖον ἀπασχολεῖ ἀπὸ μακροῦ τὴν κοινὴν γνώμην τῆς χώρας καὶ τοὺς ἁρμοδίους κύκλους. [14, 1584, 86, 1718]
dropcap: Η [152, 974, 172, 999]
headline: ΕΠΝΙΞΕ ΤΟ ΤΕΚΝΟΝ ΤΗΣ ΚΑΙ ΤΟ ΕΘΑΨΕ ΚΑΤΩΘΙ ΤΗΣ ΚΛΙΝΗΣ ΤΗΣ [713, 1425, 831, 1471]
body-text: ρήνην καὶ τῆς κυβερνήσεως αὐτῆς ὑπὸ τὴν ἐπίβλεψιν τῶν ἁρμοδίων ἀρχῶν, αἵτινες ἀπεφάσισαν τὴν ἄμεσον ἐφαρμογὴν τῶν ληφθέντων μέτρων. Κατὰ τὰς πληροφορίας, αἱ συζητήσεις συνεχίσθησαν καθ’ ὅλην τὴν διάρκειαν τῆς ἡμέρας, ἐνῶ οἱ ἐκπρόσωποι τῶν ἐνδιαφερομένων ὀργανώσεων ἐδήλωσαν ὅτι θὰ ὑποβάλουν ὑπόμνημα πρὸς τὸ ἁρμόδιον ὑπουργεῖον. Ἐπίσης ἀνεκοινώθη ὅτι ἡ ἐπιτροπὴ θὰ συνέλθῃ ἐκ νέου ἐντὸς τῆς προσεχοῦς ἑβδομάδος διὰ νὰ ἐξετάσῃ τὰς προτάσεις καὶ νὰ λάβῃ τὰς τελικὰς ἀποφάσεις ἐπὶ τοῦ ζητήματος, τὸ ὁποῖον ἀπασχολεῖ ἀπὸ μακροῦ τὴν κοινὴν γνώμην τῆς χώρας καὶ τοὺς ἁρμοδίους κύκλους. [606, 913, 697, 1015]
article-body: ΑΘΗΝΑΙ, 4.— ρήνην καὶ τῆς κυβερνήσεως αὐτῆς ὑπὸ τὴν ἐπίβλεψιν τῶν ἁρμοδίων ἀρχῶν, αἵτινες ἀπεφάσισαν τὴν ἄμεσον ἐφαρμογὴν τῶν ληφθέντων μέτρων. Κατὰ τὰς πληροφορίας, αἱ συζητήσεις συνεχίσθησαν καθ’ ὅλην τὴν διάρκειαν τῆς ἡμέρας, ἐνῶ οἱ ἐκπρόσωποι τῶν ἐνδιαφερομένων ὀργανώσεων ἐδήλωσαν ὅτι θὰ ὑποβάλουν ὑπόμνημα πρὸς τὸ ἁρμόδιον ὑπουργεῖον. Ἐπίσης ἀνεκοινώθη ὅτι ἡ ἐπιτροπὴ θὰ συνέλθῃ ἐκ νέου ἐντὸς τῆς προσεχοῦς ἑβδομάδος διὰ νὰ ἐξετάσῃ τὰς προτάσεις καὶ νὰ λάβῃ τὰς τελικὰς ἀποφάσεις ἐπὶ τοῦ ζητήματος, τὸ ὁποῖον ἀπασχολεῖ ἀπὸ μακροῦ τὴν κοινὴν γνώμην τῆς χώρας καὶ τοὺς ἁρμοδίους κύκλους. ρήνην καὶ τῆς κυβερνήσεως αὐτῆς ὑπὸ τὴν ἐπίβλεψιν τῶν ἁρμοδίων ἀρχῶν, αἵτινες ἀπεφάσισαν τὴν ἄμεσον ἐφαρμογὴν τῶν ληφθέντων μέτρων. Κατὰ τὰς πληροφορίας, αἱ συζητήσεις συνεχίσθησαν καθ’ ὅλην τὴν διάρκειαν τῆς ἡμέρας, ἐνῶ οἱ ἐκπρόσωποι τῶν ἐνδιαφερομένων ὀργανώσεων ἐδήλωσαν ὅτι θὰ ὑποβάλουν ὑπόμνημα πρὸς τὸ ἁρμόδιον ὑπουργεῖον. Ἐπίσης ἀνεκοινώθη ὅτι ἡ ἐπιτροπὴ θὰ συνέλθῃ ἐκ νέου ἐντὸς τῆς προσεχοῦς ἑβδομάδος διὰ νὰ ἐξετάσῃ τὰς προτάσεις καὶ νὰ λάβῃ τὰς τελικὰς ἀποφάσεις ἐπὶ τοῦ ζητήματος, τὸ ὁποῖον ἀπασχολεῖ ἀπὸ μακροῦ τὴν κοινὴν γνώμην τῆς χώρας καὶ τοὺς ἁρμοδίους κύκλους. [310, 68, 405, 266]
column-1 [11, 11, 99, 2575]
body-text: ρήνην καὶ τῆς κυβερνήσεως αὐτῆς ὑπὸ τὴν ἐπίβλεψιν τῶν ἁρμοδίων ἀρχῶν, αἵτινες ἀπεφάσισαν τὴν ἄμεσον ἐφαρμογὴν τῶν ληφθέντων μέτρων. Κατὰ τὰς πληροφορίας, αἱ συζητήσεις συνεχίσθησαν καθ’ ὅλην τὴν διάρκειαν τῆς ἡμέρας, ἐνῶ οἱ ἐκπρόσωποι τῶν ἐνδιαφερομένων ὀργανώσεων ἐδήλωσαν ὅτι θὰ ὑποβάλουν ὑπόμνημα πρὸς τὸ ἁρμόδιον ὑπουργεῖον. Ἐπίσης ἀνεκοινώθη ὅτι ἡ ἐπιτροπὴ θὰ συνέλθῃ ἐκ νέου ἐντὸς τῆς προσεχοῦς ἑβδομάδος διὰ νὰ ἐξετάσῃ τὰς προτάσεις καὶ νὰ λάβῃ τὰς τελικὰς ἀποφάσεις ἐπὶ τοῦ ζητήματος, τὸ ὁποῖον ἀπασχολεῖ ἀπὸ μακροῦ τὴν κοινὴν γνώμην τῆς χώρας καὶ τοὺς ἁρμοδίους κύκλους. [14, 291, 86, 419]
body-text: ρήνην καὶ τῆς κυβερνήσεως αὐτῆς ὑπὸ τὴν ἐπίβλεψιν τῶν ἁρμοδίων ἀρχῶν, αἵτινες ἀπεφάσισαν τὴν ἄμεσον ἐφαρμογὴν τῶν ληφθέντων μέτρων. Κατὰ τὰς πληροφορίας, αἱ συζητήσεις συνεχίσθησαν καθ’ ὅλην τὴν διάρκειαν τῆς ἡμέρας, ἐνῶ οἱ ἐκπρόσωποι τῶν ἐνδιαφερομένων ὀργανώσεων ἐδήλωσαν ὅτι θὰ ὑποβάλουν ὑπόμνημα πρὸς τὸ ἁρμόδιον ὑπουργεῖον. Ἐπίσης ἀνεκοινώθη ὅτι ἡ ἐπιτροπὴ θὰ συνέλθῃ ἐκ νέου ἐντὸς τῆς προσεχοῦς ἑβδομάδος διὰ νὰ ἐξετάσῃ τὰς προτάσεις καὶ νὰ λάβῃ τὰς τελικὰς ἀποφάσεις ἐπὶ τοῦ ζητήματος, τὸ ὁποῖον ἀπασχολεῖ ἀπὸ μακροῦ τὴν κοινὴν γνώμην τῆς χώρας καὶ τοὺς ἁρμοδίους κύκλους. [606, 433, 697, 536]
body-text: ρήνην καὶ τῆς κυβερνήσεως αὐτῆς ὑπὸ τὴν ἐπίβλεψιν τῶν ἁρμοδίων ἀρχῶν, αἵτινες ἀπεφάσισαν τὴν ἄμεσον ἐφαρμογὴν τῶν ληφθέντων μέτρων. Κατὰ τὰς πληροφορίας, αἱ συζητήσεις συνεχίσθησαν καθ’ ὅλην τὴν διάρκειαν τῆς ἡμέρας, ἐνῶ οἱ ἐκπρόσωποι τῶν ἐνδιαφερομένων ὀργανώσεων ἐδήλωσαν ὅτι θὰ ὑποβάλουν ὑπόμνημα πρὸς τὸ ἁρμόδιον ὑπουργεῖον. Ἐπίσης ἀνεκοινώθη ὅτι ἡ ἐπιτροπὴ θὰ συνέλθῃ ἐκ νέου ἐντὸς τῆς προσεχοῦς ἑβδομάδος διὰ νὰ ἐξετάσῃ τὰς προτάσεις καὶ νὰ λάβῃ τὰς τελικὰς ἀποφάσεις ἐπὶ τοῦ ζητήματος, τὸ ὁποῖον ἀπασχολεῖ ἀπὸ μακροῦ τὴν κοινὴν γνώμην τῆς χώρας καὶ τοὺς ἁρμοδίους κύκλους. [511, 976, 601, 1084]
body-text: ρήνην καὶ τῆς κυβερνήσεως αὐτῆς ὑπὸ τὴν ἐπίβλεψιν τῶν ἁρμοδίων ἀρχῶν, αἵτινες ἀπεφάσισαν τὴν ἄμεσον ἐφαρμογὴν τῶν ληφθέντων μέτρων. Κατὰ τὰς πληροφορίας, αἱ συζητήσεις συνεχίσθησαν καθ’ ὅλην τὴν διάρκειαν τῆς ἡμέρας, ἐνῶ οἱ ἐκπρόσωποι τῶν ἐνδιαφερομένων ὀργανώσεων ἐδήλωσαν ὅτι θὰ ὑποβάλουν ὑπόμνημα πρὸς τὸ ἁρμόδιον ὑπουργεῖον. Ἐπίσης ἀνεκοινώθη ὅτι ἡ ἐπιτροπὴ θὰ συνέλθῃ ἐκ νέου ἐντὸς τῆς προσεχοῦς ἑβδομάδος διὰ νὰ ἐξετάσῃ τὰς προτάσεις καὶ νὰ λάβῃ τὰς τελικὰς ἀποφάσεις ἐπὶ τοῦ ζητήματος, τὸ ὁποῖον ἀπασχολεῖ ἀπὸ μακροῦ τὴν κοινὴν γνώμην τῆς χώρας καὶ τοὺς ἁρμοδίους κύκλους. [310, 1518, 405, 1620]
body-text: ρήνην καὶ τῆς κυβερνήσεως αὐτῆς ὑπὸ τὴν ἐπίβλεψιν τῶν ἁρμοδίων ἀρχῶν, αἵτινες ἀπεφάσισαν τὴν ἄμεσον ἐφαρμογὴν τῶν ληφθέντων μέτρων. Κατὰ τὰς πληροφορίας, αἱ συζητήσεις συνεχίσθησαν καθ’ ὅλην τὴν διάρκειαν τῆς ἡμέρας, ἐνῶ οἱ ἐκπρόσωποι τῶν ἐνδιαφερομένων ὀργανώσεων ἐδήλωσαν ὅτι θὰ ὑποβάλουν ὑπόμνημα πρὸς τὸ ἁρμόδιον ὑπουργεῖον. Ἐπίσης ἀνεκοινώθη ὅτι ἡ ἐπιτροπὴ θὰ συνέλθῃ ἐκ νέου ἐντὸς τῆς προσεχοῦς ἑβδομάδος διὰ νὰ ἐξετάσῃ τὰς προτάσεις καὶ νὰ λάβῃ τὰς τελικὰς ἀποφάσεις ἐπὶ τοῦ ζητήματος, τὸ ὁποῖον ἀπασχολεῖ ἀπὸ μακροῦ τὴν κοινὴν γνώμην τῆς χώρας καὶ τοὺς ἁρμοδίους κύκλους. [14, 2314, 86, 2448]
body-text: ρήνην καὶ τῆς κυβερνήσεως αὐτῆς ὑπὸ τὴν ἐπίβλεψιν τῶν ἁρμοδίων ἀρχῶν, αἵτινες ἀπεφάσισαν τὴν ἄμεσον ἐφαρμογὴν τῶν ληφθέντων μέτρων. Κατὰ τὰς πληροφορίας, αἱ συζητήσεις συνεχίσθησαν καθ’ ὅλην τὴν διάρκειαν τῆς ἡμέρας, ἐνῶ οἱ ἐκπρόσωποι τῶν ἐνδιαφερομένων ὀργανώσεων ἐδήλωσαν ὅτι θὰ ὑποβάλουν ὑπόμνημα πρὸς τὸ ἁρμόδιον ὑπουργεῖον. Ἐπίσης ἀνεκοινώθη ὅτι ἡ ἐπιτροπὴ θὰ συνέλθῃ ἐκ νέου ἐντὸς τῆς προσεχοῦς ἑβδομάδος διὰ νὰ ἐξετάσῃ τὰς προτάσεις καὶ νὰ λάβῃ τὰς τελικὰς ἀποφάσεις ἐπὶ τοῦ ζητήματος, τὸ ὁποῖον ἀπασχολεῖ ἀπὸ μακροῦ τὴν κοινὴν γνώμην τῆς χώρας καὶ τοὺς ἁρμοδίους κύκλους. [201, 1201, 300, 1291]
headline: ΕΚΚΑΘΑΡΙΖΕΤΑΙ ΤΟ ΜΗΤΡΩΟΝ ΔΙΚΗΓΟΡΩΝ ΤΩΝ ΑΘΗΝΩΝ [313, 1201, 402, 1237]
subheadline: ΑΠΕΣΤΑΛΗΣΑΝ ΟΔΗΓΙΑΙ ΠΡΟΣ ΤΟΥΣ ΟΜΙΛΟΥΣ [116, 63, 280, 82]
body-text: ρήνην καὶ τῆς κυβερνήσεως αὐτῆς ὑπὸ τὴν ἐπίβλεψιν τῶν ἁρμοδίων ἀρχῶν, αἵτινες ἀπεφάσισαν τὴν ἄμεσον ἐφαρμογὴν τῶν ληφθέντων μέτρων. Κατὰ τὰς πληροφορίας, αἱ συζητήσεις συνεχίσθησαν καθ’ ὅλην τὴν διάρκειαν τῆς ἡμέρας, ἐνῶ οἱ ἐκπρόσωποι τῶν ἐνδιαφερομένων ὀργανώσεων ἐδήλωσαν ὅτι θὰ ὑποβάλουν ὑπόμνημα πρὸς τὸ ἁρμόδιον ὑπουργεῖον. Ἐπίσης ἀνεκοινώθη ὅτι ἡ ἐπιτροπὴ θὰ συνέλθῃ ἐκ νέου ἐντὸς τῆς προσεχοῦς ἑβδομάδος διὰ νὰ ἐξετάσῃ τὰς προτάσεις καὶ νὰ λάβῃ τὰς τελικὰς ἀποφάσεις ἐπὶ τοῦ ζητήματος, τὸ ὁποῖον ἀπασχολεῖ ἀπὸ μακροῦ τὴν κοινὴν γνώμην τῆς χώρας καὶ τοὺς ἁρμοδίους κύκλους. [707, 930, 838, 1007]
body-text: ρήνην καὶ τῆς κυβερνήσεως αὐτῆς ὑπὸ τὴν ἐπίβλεψιν τῶν ἁρμοδίων ἀρχῶν, αἵτινες ἀπεφάσισαν τὴν ἄμεσον ἐφαρμογὴν τῶν ληφθέντων μέτρων. Κατὰ τὰς πληροφορίας, αἱ συζητήσεις συνεχίσθησαν καθ’ ὅλην τὴν διάρκειαν τῆς ἡμέρας, ἐνῶ οἱ ἐκπρόσωποι τῶν ἐνδιαφερομένων ὀργανώσεων ἐδήλωσαν ὅτι θὰ ὑποβάλουν ὑπόμνημα πρὸς τὸ ἁρμόδιον ὑπουργεῖον. Ἐπίσης ἀνεκοινώθη ὅτι ἡ ἐπιτροπὴ θὰ συνέλθῃ ἐκ νέου ἐντὸς τῆς προσεχοῦς ἑβδομάδος διὰ νὰ ἐξετάσῃ τὰς προτάσεις καὶ νὰ λάβῃ τὰς τελικὰς ἀποφάσεις ἐπὶ τοῦ ζητήματος, τὸ ὁποῖον ἀπασχολεῖ ἀπὸ μακροῦ τὴν κοινὴν γνώμην τῆς χώρας καὶ τοὺς ἁρμοδίους κύκλους. [14, 1059, 86, 1193]
body-text: ρήνην καὶ τῆς κυβερνήσεως αὐτῆς ὑπὸ τὴν ἐπίβλεψιν τῶν ἁρμοδίων ἀρχῶν, αἵτινες ἀπεφάσισαν τὴν ἄμεσον ἐφαρμογὴν τῶν ληφθέντων μέτρων. Κατὰ τὰς πληροφορίας, αἱ συζητήσεις συνεχίσθησαν καθ’ ὅλην τὴν διάρκειαν τῆς ἡμέρας, ἐνῶ οἱ ἐκπρόσωποι τῶν ἐνδιαφερομένων ὀργανώσεων ἐδήλωσαν ὅτι θὰ ὑποβάλουν ὑπόμνημα πρὸς τὸ ἁρμόδιον ὑπουργεῖον. Ἐπίσης ἀνεκοινώθη ὅτι ἡ ἐπιτροπὴ θὰ συνέλθῃ ἐκ νέου ἐντὸς τῆς προσεχοῦς ἑβδομάδος διὰ νὰ ἐξετάσῃ τὰς προτάσεις καὶ νὰ λάβῃ τὰς τελικὰς ἀποφάσεις ἐπὶ τοῦ ζητήματος, τὸ ὁποῖον ἀπασχολεῖ ἀπὸ μακροῦ τὴν κοινὴν γνώμην τῆς χώρας καὶ τοὺς ἁρμοδίους κύκλους. [14, 1960, 86, 2087]
body-text: ρήνην καὶ τῆς κυβερνήσεως αὐτῆς ὑπὸ τὴν ἐπίβλεψιν τῶν ἁρμοδίων ἀρχῶν, αἵτινες ἀπεφάσισαν τὴν ἄμεσον ἐφαρμογὴν τῶν ληφθέντων μέτρων. Κατὰ τὰς πληροφορίας, αἱ συζητήσεις συνεχίσθησαν καθ’ ὅλην τὴν διάρκειαν τῆς ἡμέρας, ἐνῶ οἱ ἐκπρόσωποι τῶν ἐνδιαφερομένων ὀργανώσεων ἐδήλωσαν ὅτι θὰ ὑποβάλουν ὑπόμνημα πρὸς τὸ ἁρμόδιον ὑπουργεῖον. Ἐπίσης ἀνεκοινώθη ὅτι ἡ ἐπιτροπὴ θὰ συνέλθῃ ἐκ νέου ἐντὸς τῆς προσεχοῦς ἑβδομάδος διὰ νὰ ἐξετάσῃ τὰς προτάσεις καὶ νὰ λάβῃ τὰς τελικὰς ἀποφάσεις ἐπὶ τοῦ ζητήματος, τὸ ὁποῖον ἀπασχολεῖ ἀπὸ μακροῦ τὴν κοινὴν γνώμην τῆς χώρας καὶ τοὺς ἁρμοδίους κύκλους. [415, 516, 505, 618]
article-body [146, 974, 208, 1138]
article-body: ΛΟΝΔΙΝΟΝ, 4. (Ἀσ. Πρ.).— ρήνην καὶ τῆς κυβερνήσεως αὐτῆς ὑπὸ τὴν ἐπίβλεψιν τῶν ἁρμοδίων ἀρχῶν, αἵτινες ἀπεφάσισαν τὴν ἄμεσον ἐφαρμογὴν τῶν ληφθέντων μέτρων. Κατὰ τὰς πληροφορίας, αἱ συζητήσεις συνεχίσθησαν καθ’ ὅλην τὴν διάρκειαν τῆς ἡμέρας, ἐνῶ οἱ ἐκπρόσωποι τῶν ἐνδιαφερομένων ὀργανώσεων ἐδήλωσαν ὅτι θὰ ὑποβάλουν ὑπόμνημα πρὸς τὸ ἁρμόδιον ὑπουργεῖον. Ἐπίσης ἀνεκοινώθη ὅτι ἡ ἐπιτροπὴ θὰ συνέλθῃ ἐκ νέου ἐντὸς τῆς προσεχοῦς ἑβδομάδος διὰ νὰ ἐξετάσῃ τὰς προτάσεις καὶ νὰ λάβῃ τὰς τελικὰς ἀποφάσεις ἐπὶ τοῦ ζητήματος, τὸ ὁποῖον ἀπασχολεῖ ἀπὸ μακροῦ τὴν κοινὴν γνώμην τῆς χώρας καὶ τοὺς ἁρμοδίους κύκλους. [707, 588, 837, 665]
body-text: ρήνην καὶ τῆς κυβερνήσεως αὐτῆς ὑπὸ τὴν ἐπίβλεψιν τῶν ἁρμοδίων ἀρχῶν, αἵτινες ἀπεφάσισαν τὴν ἄμεσον ἐφαρμογὴν τῶν ληφθέντων μέτρων. Κατὰ τὰς πληροφορίας, αἱ συζητήσεις συνεχίσθησαν καθ’ ὅλην τὴν διάρκειαν τῆς ἡμέρας, ἐνῶ οἱ ἐκπρόσωποι τῶν ἐνδιαφερομένων ὀργανώσεων ἐδήλωσαν ὅτι θὰ ὑποβάλουν ὑπόμνημα πρὸς τὸ ἁρμόδιον ὑπουργεῖον. Ἐπίσης ἀνεκοινώθη ὅτι ἡ ἐπιτροπὴ θὰ συνέλθῃ ἐκ νέου ἐντὸς τῆς προσεχοῦς ἑβδομάδος διὰ νὰ ἐξετάσῃ τὰς προτάσεις καὶ νὰ λάβῃ τὰς τελικὰς ἀποφάσεις ἐπὶ τοῦ ζητήματος, τὸ ὁποῖον ἀπασχολεῖ ἀπὸ μακροῦ τὴν κοινὴν γνώμην τῆς χώρας καὶ τοὺς ἁρμοδίους κύκλους. [97, 83, 196, 173]
headline: Η ΠΡΙΓΚΙΠ ΜΠΑΡΝΤΟ ΜΕΤΕΒΗ ΕΙΣ ΡΩΜΗΝ [22, 2276, 78, 2312]
body-text: ρήνην καὶ τῆς κυβερνήσεως αὐτῆς ὑπὸ τὴν ἐπίβλεψιν τῶν ἁρμοδίων ἀρχῶν, αἵτινες ἀπεφάσισαν τὴν ἄμεσον ἐφαρμογὴν τῶν ληφθέντων μέτρων. Κατὰ τὰς πληροφορίας, αἱ συζητήσεις συνεχίσθησαν καθ’ ὅλην τὴν διάρκειαν τῆς ἡμέρας, ἐνῶ οἱ ἐκπρόσωποι τῶν ἐνδιαφερομένων ὀργανώσεων ἐδήλωσαν ὅτι θὰ ὑποβάλουν ὑπόμνημα πρὸς τὸ ἁρμόδιον ὑπουργεῖον. Ἐπίσης ἀνεκοινώθη ὅτι ἡ ἐπιτροπὴ θὰ συνέλθῃ ἐκ νέου ἐντὸς τῆς προσεχοῦς ἑβδομάδος διὰ νὰ ἐξετάσῃ τὰς προτάσεις καὶ νὰ λάβῃ τὰς τελικὰς ἀποφάσεις ἐπὶ τοῦ ζητήματος, τὸ ὁποῖον ἀπασχολεῖ ἀπὸ μακροῦ τὴν κοινὴν γνώμην τῆς χώρας καὶ τοὺς ἁρμοδίους κύκλους. [14, 867, 86, 995]
article-body: Ο αγρότης, 2.— ρήνην καὶ τῆς κυβερνήσεως αὐτῆς ὑπὸ τὴν ἐπίβλεψιν τῶν ἁρμοδίων ἀρχῶν, αἵτινες ἀπεφάσισαν τὴν ἄμεσον ἐφαρμογὴν τῶν ληφθέντων μέτρων. Κατὰ τὰς πληροφορίας, αἱ συζητήσεις συνεχίσθησαν καθ’ ὅλην τὴν διάρκειαν τῆς ἡμέρας, ἐνῶ οἱ ἐκπρόσωποι τῶν ἐνδιαφερομένων ὀργανώσεων ἐδήλωσαν ὅτι θὰ ὑποβάλουν ὑπόμνημα πρὸς τὸ ἁρμόδιον ὑπουργεῖον. Ἐπίσης ἀνεκοινώθη ὅτι ἡ ἐπιτροπὴ θὰ συνέλθῃ ἐκ νέου ἐντὸς τῆς προσεχοῦς ἑβδομάδος διὰ νὰ ἐξετάσῃ τὰς προτάσεις καὶ νὰ λάβῃ τὰς τελικὰς ἀποφάσεις ἐπὶ τοῦ ζητήματος, τὸ ὁποῖον ἀπασχολεῖ ἀπὸ μακροῦ τὴν κοινὴν γνώμην τῆς χώρας καὶ τοὺς ἁρμοδίους κύκλους. [310, 488, 405, 590]
article-body [97, 917, 142, 1147]
article-body: ΑΓΡΙΝΙΟΝ, 4.— ρήνην καὶ τῆς κυβερνήσεως αὐτῆς ὑπὸ τὴν ἐπίβλεψιν τῶν ἁρμοδίων ἀρχῶν, αἵτινες ἀπεφάσισαν τὴν ἄμεσον ἐφαρμογὴν τῶν ληφθέντων μέτρων. Κατὰ τὰς πληροφορίας, αἱ συζητήσεις συνεχίσθησαν καθ’ ὅλην τὴν διάρκειαν τῆς ἡμέρας, ἐνῶ οἱ ἐκπρόσωποι τῶν ἐνδιαφερομένων ὀργανώσεων ἐδήλωσαν ὅτι θὰ ὑποβάλουν ὑπόμνημα πρὸς τὸ ἁρμόδιον ὑπουργεῖον. Ἐπίσης ἀνεκοινώθη ὅτι ἡ ἐπιτροπὴ θὰ συνέλθῃ ἐκ νέου ἐντὸς τῆς προσεχοῦς ἑβδομάδος διὰ νὰ ἐξετάσῃ τὰς προτάσεις καὶ νὰ λάβῃ τὰς τελικὰς ἀποφάσεις ἐπὶ τοῦ ζητήματος, τὸ ὁποῖον ἀπασχολεῖ ἀπὸ μακροῦ τὴν κοινὴν γνώμην τῆς χώρας καὶ τοὺς ἁρμοδίους κύκλους. ρήνην καὶ τῆς κυβερνήσεως αὐτῆς ὑπὸ τὴν ἐπίβλεψιν τῶν ἁρμοδίων ἀρχῶν, αἵτινες ἀπεφάσισαν τὴν ἄμεσον ἐφαρμογὴν τῶν ληφθέντων μέτρων. Κατὰ τὰς πληροφορίας, αἱ συζητήσεις συνεχίσθησαν καθ’ ὅλην τὴν διάρκειαν τῆς ἡμέρας, ἐνῶ οἱ ἐκπρόσωποι τῶν ἐνδιαφερομένων ὀργανώσεων ἐδήλωσαν ὅτι θὰ ὑποβάλουν ὑπόμνημα πρὸς τὸ ἁρμόδιον ὑπουργεῖον. Ἐπίσης ἀνεκοινώθη ὅτι ἡ ἐπιτροπὴ θὰ συνέλθῃ ἐκ νέου ἐντὸς τῆς προσεχοῦς ἑβδομάδος διὰ νὰ ἐξετάσῃ τὰς προτάσεις καὶ νὰ λάβῃ τὰς τελικὰς ἀποφάσεις ἐπὶ τοῦ ζητήματος, τὸ ὁποῖον ἀπασχολεῖ ἀπὸ μακροῦ τὴν κοινὴν γνώμην τῆς χώρας καὶ τοὺς ἁρμοδίους κύκλους. [707, 1483, 837, 1624]
headline: ΑΝΕΣΤΑΤΩΣΑΝ ΤΑΣ ΦΩΝΑΣ ΤΟΝ ΜΙΑΝ ΠΕΡΙΟΧΗΝ [112, 365, 285, 384]
body-text: ρήνην καὶ τῆς κυβερνήσεως αὐτῆς ὑπὸ τὴν ἐπίβλεψιν τῶν ἁρμοδίων ἀρχῶν, αἵτινες ἀπεφάσισαν τὴν ἄμεσον ἐφαρμογὴν τῶν ληφθέντων μέτρων. Κατὰ τὰς πληροφορίας, αἱ συζητήσεις συνεχίσθησαν καθ’ ὅλην τὴν διάρκειαν τῆς ἡμέρας, ἐνῶ οἱ ἐκπρόσωποι τῶν ἐνδιαφερομένων ὀργανώσεων ἐδήλωσαν ὅτι θὰ ὑποβάλουν ὑπόμνημα πρὸς τὸ ἁρμόδιον ὑπουργεῖον. Ἐπίσης ἀνεκοινώθη ὅτι ἡ ἐπιτροπὴ θὰ συνέλθῃ ἐκ νέου ἐντὸς τῆς προσεχοῦς ἑβδομάδος διὰ νὰ ἐξετάσῃ τὰς προτάσεις καὶ νὰ λάβῃ τὰς τελικὰς ἀποφάσεις ἐπὶ τοῦ ζητήματος, τὸ ὁποῖον ἀπασχολεῖ ἀπὸ μακροῦ τὴν κοινὴν γνώμην τῆς χώρας καὶ τοὺς ἁρμοδίους κύκλους. [511, 390, 697, 668]
body-text: ρήνην καὶ τῆς κυβερνήσεως αὐτῆς ὑπὸ τὴν ἐπίβλεψιν τῶν ἁρμοδίων ἀρχῶν, αἵτινες ἀπεφάσισαν τὴν ἄμεσον ἐφαρμογὴν τῶν ληφθέντων μέτρων. Κατὰ τὰς πληροφορίας, αἱ συζητήσεις συνεχίσθησαν καθ’ ὅλην τὴν διάρκειαν τῆς ἡμέρας, ἐνῶ οἱ ἐκπρόσωποι τῶν ἐνδιαφερομένων ὀργανώσεων ἐδήλωσαν ὅτι θὰ ὑποβάλουν ὑπόμνημα πρὸς τὸ ἁρμόδιον ὑπουργεῖον. Ἐπίσης ἀνεκοινώθη ὅτι ἡ ἐπιτροπὴ θὰ συνέλθῃ ἐκ νέου ἐντὸς τῆς προσεχοῦς ἑβδομάδος διὰ νὰ ἐξετάσῃ τὰς προτάσεις καὶ νὰ λάβῃ τὰς τελικὰς ἀποφάσεις ἐπὶ τοῦ ζητήματος, τὸ ὁποῖον ἀπασχολεῖ ἀπὸ μακροῦ τὴν κοινὴν γνώμην τῆς χώρας καὶ τοὺς ἁρμοδίους κύκλους. [97, 265, 196, 354]
headline: ΔΕΝ ΑΝΕΙΚΥΣΘΗ ΤΟ ΛΕΩΦΟΡΕΙΟΝ ΤΟ ΠΕΣΟΝ ΕΙΣ ΤΗΝ ΛΙΜΝΗΝ [15, 814, 85, 860]
body-text: ρήνην καὶ τῆς κυβερνήσεως αὐτῆς ὑπὸ τὴν ἐπίβλεψιν τῶν ἁρμοδίων ἀρχῶν, αἵτινες ἀπεφάσισαν τὴν ἄμεσον ἐφαρμογὴν τῶν ληφθέντων μέτρων. Κατὰ τὰς πληροφορίας, αἱ συζητήσεις συνεχίσθησαν καθ’ ὅλην τὴν διάρκειαν τῆς ἡμέρας, ἐνῶ οἱ ἐκπρόσωποι τῶν ἐνδιαφερομένων ὀργανώσεων ἐδήλωσαν ὅτι θὰ ὑποβάλουν ὑπόμνημα πρὸς τὸ ἁρμόδιον ὑπουργεῖον. Ἐπίσης ἀνεκοινώθη ὅτι ἡ ἐπιτροπὴ θὰ συνέλθῃ ἐκ νέου ἐντὸς τῆς προσεχοῦς ἑβδομάδος διὰ νὰ ἐξετάσῃ τὰς προτάσεις καὶ νὰ λάβῃ τὰς τελικὰς ἀποφάσεις ἐπὶ τοῦ ζητήματος, τὸ ὁποῖον ἀπασχολεῖ ἀπὸ μακροῦ τὴν κοινὴν γνώμην τῆς χώρας καὶ τοὺς ἁρμοδίους κύκλους. [310, 1378, 405, 1481]
body-text: ρήνην καὶ τῆς κυβερνήσεως αὐτῆς ὑπὸ τὴν ἐπίβλεψιν τῶν ἁρμοδίων ἀρχῶν, αἵτινες ἀπεφάσισαν τὴν ἄμεσον ἐφαρμογὴν τῶν ληφθέντων μέτρων. Κατὰ τὰς πληροφορίας, αἱ συζητήσεις συνεχίσθησαν καθ’ ὅλην τὴν διάρκειαν τῆς ἡμέρας, ἐνῶ οἱ ἐκπρόσωποι τῶν ἐνδιαφερομένων ὀργανώσεων ἐδήλωσαν ὅτι θὰ ὑποβάλουν ὑπόμνημα πρὸς τὸ ἁρμόδιον ὑπουργεῖον. Ἐπίσης ἀνεκοινώθη ὅτι ἡ ἐπιτροπὴ θὰ συνέλθῃ ἐκ νέου ἐντὸς τῆς προσεχοῦς ἑβδομάδος διὰ νὰ ἐξετάσῃ τὰς προτάσεις καὶ νὰ λάβῃ τὰς τελικὰς ἀποφάσεις ἐπὶ τοῦ ζητήματος, τὸ ὁποῖον ἀπασχολεῖ ἀπὸ μακροῦ τὴν κοινὴν γνώμην τῆς χώρας καὶ τοὺς ἁρμοδίους κύκλους. [511, 167, 601, 269]
headline: Η ΓΣΕΕ ΕΠΙΚΡΟΤΕΙ ΤΑΣ ΚΑΤΑΓΓΕΛΙΑΣ ΤΟΥ Κ. ΚΑΡΑΜΑΝΛΗ ΕΝΑΝΤΙΟΝ ΤΗΣ ΕΔΑ [17, 12, 83, 85]
headline: ΕΙΣ ΝΕΚΡΟΣ ΚΑΙ ΔΥΟ ΤΡΑΥΜΑΤΙΑΙ ΕΚ ΤΡΟΧΑΙΩΝ ΑΤΥΧΗΜΑΤΩΝ [711, 242, 833, 271]
article-body: ΑΘΗΝΑΙ, 4.— ρήνην καὶ τῆς κυβερνήσεως αὐτῆς ὑπὸ τὴν ἐπίβλεψιν τῶν ἁρμοδίων ἀρχῶν, αἵτινες ἀπεφάσισαν τὴν ἄμεσον ἐφαρμογὴν τῶν ληφθέντων μέτρων. Κατὰ τὰς πληροφορίας, αἱ συζητήσεις συνεχίσθησαν καθ’ ὅλην τὴν διάρκειαν τῆς ἡμέρας, ἐνῶ οἱ ἐκπρόσωποι τῶν ἐνδιαφερομένων ὀργανώσεων ἐδήλωσαν ὅτι θὰ ὑποβάλουν ὑπόμνημα πρὸς τὸ ἁρμόδιον ὑπουργεῖον. Ἐπίσης ἀνεκοινώθη ὅτι ἡ ἐπιτροπὴ θὰ συνέλθῃ ἐκ νέου ἐντὸς τῆς προσεχοῦς ἑβδομάδος διὰ νὰ ἐξετάσῃ τὰς προτάσεις καὶ νὰ λάβῃ τὰς τελικὰς ἀποφάσεις ἐπὶ τοῦ ζητήματος, τὸ ὁποῖον ἀπασχολεῖ ἀπὸ μακροῦ τὴν κοινὴν γνώμην τῆς χώρας καὶ τοὺς ἁρμοδίους κύκλους. [707, 51, 837, 121]
article-body [97, 1201, 196, 1291]
headline: ΞΕΝΟΙ ΔΙΠΛΩΜΑΤΑΙ ΕΠΥΡΟΒΟΛΗΣΑΝ ΕΙΣ ΠΟΛΩΝΙΑΝ ΕΝΑΝΤΙΟΝ ΚΥΚΝΩΝ [14, 228, 90, 283]
headline: ΔΙΕΤΑΧΘΗ Η ΕΙΣΠΡΑΞΙΣ ΚΑΘΥΣΤΕΡΟΥΜΕΝΩΝ ΔΟΣΕΩΝ ΔΗΜΟΤΙΚΩΝ ΔΑΝΕΙΩΝ [310, 12, 405, 66]
body-text: ρήνην καὶ τῆς κυβερνήσεως αὐτῆς ὑπὸ τὴν ἐπίβλεψιν τῶν ἁρμοδίων ἀρχῶν, αἵτινες ἀπεφάσισαν τὴν ἄμεσον ἐφαρμογὴν τῶν ληφθέντων μέτρων. Κατὰ τὰς πληροφορίας, αἱ συζητήσεις συνεχίσθησαν καθ’ ὅλην τὴν διάρκειαν τῆς ἡμέρας, ἐνῶ οἱ ἐκπρόσωποι τῶν ἐνδιαφερομένων ὀργανώσεων ἐδήλωσαν ὅτι θὰ ὑποβάλουν ὑπόμνημα πρὸς τὸ ἁρμόδιον ὑπουργεῖον. Ἐπίσης ἀνεκοινώθη ὅτι ἡ ἐπιτροπὴ θὰ συνέλθῃ ἐκ νέου ἐντὸς τῆς προσεχοῦς ἑβδομάδος διὰ νὰ ἐξετάσῃ τὰς προτάσεις καὶ νὰ λάβῃ τὰς τελικὰς ἀποφάσεις ἐπὶ τοῦ ζητήματος, τὸ ὁποῖον ἀπασχολεῖ ἀπὸ μακροῦ τὴν κοινὴν γνώμην τῆς χώρας καὶ τοὺς ἁρμοδίους κύκλους. [511, 806, 697, 1115]
article-body: ΠΟΛΙΣ ΤΡΟΥΧΙΛΛΟ, 4. (Ἀσ. Πρ.).— ρήνην καὶ τῆς κυβερνήσεως αὐτῆς ὑπὸ τὴν ἐπίβλεψιν τῶν ἁρμοδίων ἀρχῶν, αἵτινες ἀπεφάσισαν τὴν ἄμεσον ἐφαρμογὴν τῶν ληφθέντων μέτρων. Κατὰ τὰς πληροφορίας, αἱ συζητήσεις συνεχίσθησαν καθ’ ὅλην τὴν διάρκειαν τῆς ἡμέρας, ἐνῶ οἱ ἐκπρόσωποι τῶν ἐνδιαφερομένων ὀργανώσεων ἐδήλωσαν ὅτι θὰ ὑποβάλουν ὑπόμνημα πρὸς τὸ ἁρμόδιον ὑπουργεῖον. Ἐπίσης ἀνεκοινώθη ὅτι ἡ ἐπιτροπὴ θὰ συνέλθῃ ἐκ νέου ἐντὸς τῆς προσεχοῦς ἑβδομάδος διὰ νὰ ἐξετάσῃ τὰς προτάσεις καὶ νὰ λάβῃ τὰς τελικὰς ἀποφάσεις ἐπὶ τοῦ ζητήματος, τὸ ὁποῖον ἀπασχολεῖ ἀπὸ μακροῦ τὴν κοινὴν γνώμην τῆς χώρας καὶ τοὺς ἁρμοδίους κύκλους. [707, 816, 837, 893]
article-body: ΜΙΛΛΕΤΖΒΙΛ, Γεωργία, 4.— ρήνην καὶ τῆς κυβερνήσεως αὐτῆς ὑπὸ τὴν ἐπίβλεψιν τῶν ἁρμοδίων ἀρχῶν, αἵτινες ἀπεφάσισαν τὴν ἄμεσον ἐφαρμογὴν τῶν ληφθέντων μέτρων. Κατὰ τὰς πληροφορίας, αἱ συζητήσεις συνεχίσθησαν καθ’ ὅλην τὴν διάρκειαν τῆς ἡμέρας, ἐνῶ οἱ ἐκπρόσωποι τῶν ἐνδιαφερομένων ὀργανώσεων ἐδήλωσαν ὅτι θὰ ὑποβάλουν ὑπόμνημα πρὸς τὸ ἁρμόδιον ὑπουργεῖον. Ἐπίσης ἀνεκοινώθη ὅτι ἡ ἐπιτροπὴ θὰ συνέλθῃ ἐκ νέου ἐντὸς τῆς προσεχοῦς ἑβδομάδος διὰ νὰ ἐξετάσῃ τὰς προτάσεις καὶ νὰ λάβῃ τὰς τελικὰς ἀποφάσεις ἐπὶ τοῦ ζητήματος, τὸ ὁποῖον ἀπασχολεῖ ἀπὸ μακροῦ τὴν κοινὴν γνώμην τῆς χώρας καὶ τοὺς ἁρμοδίους κύκλους. [14, 482, 86, 616]
article-body: ΑΘΗΝΑΙ, 4.— ρήνην καὶ τῆς κυβερνήσεως αὐτῆς ὑπὸ τὴν ἐπίβλεψιν τῶν ἁρμοδίων ἀρχῶν, αἵτινες ἀπεφάσισαν τὴν ἄμεσον ἐφαρμογὴν τῶν ληφθέντων μέτρων. Κατὰ τὰς πληροφορίας, αἱ συζητήσεις συνεχίσθησαν καθ’ ὅλην τὴν διάρκειαν τῆς ἡμέρας, ἐνῶ οἱ ἐκπρόσωποι τῶν ἐνδιαφερομένων ὀργανώσεων ἐδήλωσαν ὅτι θὰ ὑποβάλουν ὑπόμνημα πρὸς τὸ ἁρμόδιον ὑπουργεῖον. Ἐπίσης ἀνεκοινώθη ὅτι ἡ ἐπιτροπὴ θὰ συνέλθῃ ἐκ νέου ἐντὸς τῆς προσεχοῦς ἑβδομάδος διὰ νὰ ἐξετάσῃ τὰς προτάσεις καὶ νὰ λάβῃ τὰς τελικὰς ἀποφάσεις ἐπὶ τοῦ ζητήματος, τὸ ὁποῖον ἀπασχολεῖ ἀπὸ μακροῦ τὴν κοινὴν γνώμην τῆς χώρας καὶ τοὺς ἁρμοδίους κύκλους. [310, 1788, 405, 1891]
kicker: Ἡ ἹΚΑΝΟΠΟΊΗΣΙΣ ΤΟΥ͂ ΡΏΣΣΟΥ [218, 924, 295, 952]
article-body: ΑΘΗΝΑΙ, 4.— ρήνην καὶ τῆς κυβερνήσεως αὐτῆς ὑπὸ τὴν ἐπίβλεψιν τῶν ἁρμοδίων ἀρχῶν, αἵτινες ἀπεφάσισαν τὴν ἄμεσον ἐφαρμογὴν τῶν ληφθέντων μέτρων. Κατὰ τὰς πληροφορίας, αἱ συζητήσεις συνεχίσθησαν καθ’ ὅλην τὴν διάρκειαν τῆς ἡμέρας, ἐνῶ οἱ ἐκπρόσωποι τῶν ἐνδιαφερομένων ὀργανώσεων ἐδήλωσαν ὅτι θὰ ὑποβάλουν ὑπόμνημα πρὸς τὸ ἁρμόδιον ὑπουργεῖον. Ἐπίσης ἀνεκοινώθη ὅτι ἡ ἐπιτροπὴ θὰ συνέλθῃ ἐκ νέου ἐντὸς τῆς προσεχοῦς ἑβδομάδος διὰ νὰ ἐξετάσῃ τὰς προτάσεις καὶ νὰ λάβῃ τὰς τελικὰς ἀποφάσεις ἐπὶ τοῦ ζητήματος, τὸ ὁποῖον ἀπασχολεῖ ἀπὸ μακροῦ τὴν κοινὴν γνώμην τῆς χώρας καὶ τοὺς ἁρμοδίους κύκλους. [310, 1239, 405, 1341]
headline: ΕΤΑΙΡΕΙΑ ΘΑ ΑΝΑΛΑΒΗ ΤΗΝ ΝΕΑΜ ΜΟΝΑΔΑ ΣΙΔΗΡΟΔΡΟΜΙΚΗΝ [14, 2095, 99, 2132]
article-body: ΠΟΤΣΑΜΙΛΑ, Μεξικόν, 4.— ρήνην καὶ τῆς κυβερνήσεως αὐτῆς ὑπὸ τὴν ἐπίβλεψιν τῶν ἁρμοδίων ἀρχῶν, αἵτινες ἀπεφάσισαν τὴν ἄμεσον ἐφαρμογὴν τῶν ληφθέντων μέτρων. Κατὰ τὰς πληροφορίας, αἱ συζητήσεις συνεχίσθησαν καθ’ ὅλην τὴν διάρκειαν τῆς ἡμέρας, ἐνῶ οἱ ἐκπρόσωποι τῶν ἐνδιαφερομένων ὀργανώσεων ἐδήλωσαν ὅτι θὰ ὑποβάλουν ὑπόμνημα πρὸς τὸ ἁρμόδιον ὑπουργεῖον. Ἐπίσης ἀνεκοινώθη ὅτι ἡ ἐπιτροπὴ θὰ συνέλθῃ ἐκ νέου ἐντὸς τῆς προσεχοῦς ἑβδομάδος διὰ νὰ ἐξετάσῃ τὰς προτάσεις καὶ νὰ λάβῃ τὰς τελικὰς ἀποφάσεις ἐπὶ τοῦ ζητήματος, τὸ ὁποῖον ἀπασχολεῖ ἀπὸ μακροῦ τὴν κοινὴν γνώμην τῆς χώρας καὶ τοὺς ἁρμοδίους κύκλους. [14, 1953, 86, 2087]
headline: ΜΙΚΡΑΙ ΕΙΔΗΣΕΙΣ ΕΞ ΑΘΗΝΩΝ ΧΩΡΙΣ ΤΙΤΛΟΝ [114, 722, 283, 745]
body-text: ρήνην καὶ τῆς κυβερνήσεως αὐτῆς ὑπὸ τὴν ἐπίβλεψιν τῶν ἁρμοδίων ἀρχῶν, αἵτινες ἀπεφάσισαν τὴν ἄμεσον ἐφαρμογὴν τῶν ληφθέντων μέτρων. Κατὰ τὰς πληροφορίας, αἱ συζητήσεις συνεχίσθησαν καθ’ ὅλην τὴν διάρκειαν τῆς ἡμέρας, ἐνῶ οἱ ἐκπρόσωποι τῶν ἐνδιαφερομένων ὀργανώσεων ἐδήλωσαν ὅτι θὰ ὑποβάλουν ὑπόμνημα πρὸς τὸ ἁρμόδιον ὑπουργεῖον. Ἐπίσης ἀνεκοινώθη ὅτι ἡ ἐπιτροπὴ θὰ συνέλθῃ ἐκ νέου ἐντὸς τῆς προσεχοῦς ἑβδομάδος διὰ νὰ ἐξετάσῃ τὰς προτάσεις καὶ νὰ λάβῃ τὰς τελικὰς ἀποφάσεις ἐπὶ τοῦ ζητήματος, τὸ ὁποῖον ἀπασχολεῖ ἀπὸ μακροῦ τὴν κοινὴν γνώμην τῆς χώρας καὶ τοὺς ἁρμοδίους κύκλους. [707, 1483, 837, 1553]
article-body: ΤΡΙΚΑΛΑ, 4.— ρήνην καὶ τῆς κυβερνήσεως αὐτῆς ὑπὸ τὴν ἐπίβλεψιν τῶν ἁρμοδίων ἀρχῶν, αἵτινες ἀπεφάσισαν τὴν ἄμεσον ἐφαρμογὴν τῶν ληφθέντων μέτρων. Κατὰ τὰς πληροφορίας, αἱ συζητήσεις συνεχίσθησαν καθ’ ὅλην τὴν διάρκειαν τῆς ἡμέρας, ἐνῶ οἱ ἐκπρόσωποι τῶν ἐνδιαφερομένων ὀργανώσεων ἐδήλωσαν ὅτι θὰ ὑποβάλουν ὑπόμνημα πρὸς τὸ ἁρμόδιον ὑπουργεῖον. Ἐπίσης ἀνεκοινώθη ὅτι ἡ ἐπιτροπὴ θὰ συνέλθῃ ἐκ νέου ἐντὸς τῆς προσεχοῦς ἑβδομάδος διὰ νὰ ἐξετάσῃ τὰς προτάσεις καὶ νὰ λάβῃ τὰς τελικὰς ἀποφάσεις ἐπὶ τοῦ ζητήματος, τὸ ὁποῖον ἀπασχολεῖ ἀπὸ μακροῦ τὴν κοινὴν γνώμην τῆς χώρας καὶ τοὺς ἁρμοδίους κύκλους. [310, 1518, 405, 1620]
body-text: ρήνην καὶ τῆς κυβερνήσεως αὐτῆς ὑπὸ τὴν ἐπίβλεψιν τῶν ἁρμοδίων ἀρχῶν, αἵτινες ἀπεφάσισαν τὴν ἄμεσον ἐφαρμογὴν τῶν ληφθέντων μέτρων. Κατὰ τὰς πληροφορίας, αἱ συζητήσεις συνεχίσθησαν καθ’ ὅλην τὴν διάρκειαν τῆς ἡμέρας, ἐνῶ οἱ ἐκπρόσωποι τῶν ἐνδιαφερομένων ὀργανώσεων ἐδήλωσαν ὅτι θὰ ὑποβάλουν ὑπόμνημα πρὸς τὸ ἁρμόδιον ὑπουργεῖον. Ἐπίσης ἀνεκοινώθη ὅτι ἡ ἐπιτροπὴ θὰ συνέλθῃ ἐκ νέου ἐντὸς τῆς προσεχοῦς ἑβδομάδος διὰ νὰ ἐξετάσῃ τὰς προτάσεις καὶ νὰ λάβῃ τὰς τελικὰς ἀποφάσεις ἐπὶ τοῦ ζητήματος, τὸ ὁποῖον ἀπασχολεῖ ἀπὸ μακροῦ τὴν κοινὴν γνώμην τῆς χώρας καὶ τοὺς ἁρμοδίους κύκλους. [606, 1009, 697, 1111]
body-text: ρήνην καὶ τῆς κυβερνήσεως αὐτῆς ὑπὸ τὴν ἐπίβλεψιν τῶν ἁρμοδίων ἀρχῶν, αἵτινες ἀπεφάσισαν τὴν ἄμεσον ἐφαρμογὴν τῶν ληφθέντων μέτρων. Κατὰ τὰς πληροφορίας, αἱ συζητήσεις συνεχίσθησαν καθ’ ὅλην τὴν διάρκειαν τῆς ἡμέρας, ἐνῶ οἱ ἐκπρόσωποι τῶν ἐνδιαφερομένων ὀργανώσεων ἐδήλωσαν ὅτι θὰ ὑποβάλουν ὑπόμνημα πρὸς τὸ ἁρμόδιον ὑπουργεῖον. Ἐπίσης ἀνεκοινώθη ὅτι ἡ ἐπιτροπὴ θὰ συνέλθῃ ἐκ νέου ἐντὸς τῆς προσεχοῦς ἑβδομάδος διὰ νὰ ἐξετάσῃ τὰς προτάσεις καὶ νὰ λάβῃ τὰς τελικὰς ἀποφάσεις ἐπὶ τοῦ ζητήματος, τὸ ὁποῖον ἀπασχολεῖ ἀπὸ μακροῦ τὴν κοινὴν γνώμην τῆς χώρας καὶ τοὺς ἁρμοδίους κύκλους. [310, 312, 405, 414]
article-body: ΑΘΗΝΑΙ, 4.— ρήνην καὶ τῆς κυβερνήσεως αὐτῆς ὑπὸ τὴν ἐπίβλεψιν τῶν ἁρμοδίων ἀρχῶν, αἵτινες ἀπεφάσισαν τὴν ἄμεσον ἐφαρμογὴν τῶν ληφθέντων μέτρων. Κατὰ τὰς πληροφορίας, αἱ συζητήσεις συνεχίσθησαν καθ’ ὅλην τὴν διάρκειαν τῆς ἡμέρας, ἐνῶ οἱ ἐκπρόσωποι τῶν ἐνδιαφερομένων ὀργανώσεων ἐδήλωσαν ὅτι θὰ ὑποβάλουν ὑπόμνημα πρὸς τὸ ἁρμόδιον ὑπουργεῖον. Ἐπίσης ἀνεκοινώθη ὅτι ἡ ἐπιτροπὴ θὰ συνέλθῃ ἐκ νέου ἐντὸς τῆς προσεχοῦς ἑβδομάδος διὰ νὰ ἐξετάσῃ τὰς προτάσεις καὶ νὰ λάβῃ τὰς τελικὰς ἀποφάσεις ἐπὶ τοῦ ζητήματος, τὸ ὁποῖον ἀπασχολεῖ ἀπὸ μακροῦ τὴν κοινὴν γνώμην τῆς χώρας καὶ τοὺς ἁρμοδίους κύκλους. [14, 1385, 87, 1519]
body-text: ρήνην καὶ τῆς κυβερνήσεως αὐτῆς ὑπὸ τὴν ἐπίβλεψιν τῶν ἁρμοδίων ἀρχῶν, αἵτινες ἀπεφάσισαν τὴν ἄμεσον ἐφαρμογὴν τῶν ληφθέντων μέτρων. Κατὰ τὰς πληροφορίας, αἱ συζητήσεις συνεχίσθησαν καθ’ ὅλην τὴν διάρκειαν τῆς ἡμέρας, ἐνῶ οἱ ἐκπρόσωποι τῶν ἐνδιαφερομένων ὀργανώσεων ἐδήλωσαν ὅτι θὰ ὑποβάλουν ὑπόμνημα πρὸς τὸ ἁρμόδιον ὑπουργεῖον. Ἐπίσης ἀνεκοινώθη ὅτι ἡ ἐπιτροπὴ θὰ συνέλθῃ ἐκ νέου ἐντὸς τῆς προσεχοῦς ἑβδομάδος διὰ νὰ ἐξετάσῃ τὰς προτάσεις καὶ νὰ λάβῃ τὰς τελικὰς ἀποφάσεις ἐπὶ τοῦ ζητήματος, τὸ ὁποῖον ἀπασχολεῖ ἀπὸ μακροῦ τὴν κοινὴν γνώμην τῆς χώρας καὶ τοὺς ἁρμοδίους κύκλους. [707, 51, 837, 121]
body-text: ρήνην καὶ τῆς κυβερνήσεως αὐτῆς ὑπὸ τὴν ἐπίβλεψιν τῶν ἁρμοδίων ἀρχῶν, αἵτινες ἀπεφάσισαν τὴν ἄμεσον ἐφαρμογὴν τῶν ληφθέντων μέτρων. Κατὰ τὰς πληροφορίας, αἱ συζητήσεις συνεχίσθησαν καθ’ ὅλην τὴν διάρκειαν τῆς ἡμέρας, ἐνῶ οἱ ἐκπρόσωποι τῶν ἐνδιαφερομένων ὀργανώσεων ἐδήλωσαν ὅτι θὰ ὑποβάλουν ὑπόμνημα πρὸς τὸ ἁρμόδιον ὑπουργεῖον. Ἐπίσης ἀνεκοινώθη ὅτι ἡ ἐπιτροπὴ θὰ συνέλθῃ ἐκ νέου ἐντὸς τῆς προσεχοῦς ἑβδομάδος διὰ νὰ ἐξετάσῃ τὰς προτάσεις καὶ νὰ λάβῃ τὰς τελικὰς ἀποφάσεις ἐπὶ τοῦ ζητήματος, τὸ ὁποῖον ἀπασχολεῖ ἀπὸ μακροῦ τὴν κοινὴν γνώμην τῆς χώρας καὶ τοὺς ἁρμοδίους κύκλους. [201, 535, 300, 624]
headline: ΑΡΧΙΖΕΙ Η ΛΕΙΤΟΥΡΓΙΑ ΤΟΥ ΟΡΓΑΝΙΣΜΟΥ ΑΓΡΟΤΙΚΩΝ ΑΣΦΑΛΙΣΕΩΝ [710, 1128, 834, 1157]
body-text: ρήνην καὶ τῆς κυβερνήσεως αὐτῆς ὑπὸ τὴν ἐπίβλεψιν τῶν ἁρμοδίων ἀρχῶν, αἵτινες ἀπεφάσισαν τὴν ἄμεσον ἐφαρμογὴν τῶν ληφθέντων μέτρων. Κατὰ τὰς πληροφορίας, αἱ συζητήσεις συνεχίσθησαν καθ’ ὅλην τὴν διάρκειαν τῆς ἡμέρας, ἐνῶ οἱ ἐκπρόσωποι τῶν ἐνδιαφερομένων ὀργανώσεων ἐδήλωσαν ὅτι θὰ ὑποβάλουν ὑπόμνημα πρὸς τὸ ἁρμόδιον ὑπουργεῖον. Ἐπίσης ἀνεκοινώθη ὅτι ἡ ἐπιτροπὴ θὰ συνέλθῃ ἐκ νέου ἐντὸς τῆς προσεχοῦς ἑβδομάδος διὰ νὰ ἐξετάσῃ τὰς προτάσεις καὶ νὰ λάβῃ τὰς τελικὰς ἀποφάσεις ἐπὶ τοῦ ζητήματος, τὸ ὁποῖον ἀπασχολεῖ ἀπὸ μακροῦ τὴν κοινὴν γνώμην τῆς χώρας καὶ τοὺς ἁρμοδίους κύκλους. [97, 917, 142, 1147]
body-text: ρήνην καὶ τῆς κυβερνήσεως αὐτῆς ὑπὸ τὴν ἐπίβλεψιν τῶν ἁρμοδίων ἀρχῶν, αἵτινες ἀπεφάσισαν τὴν ἄμεσον ἐφαρμογὴν τῶν ληφθέντων μέτρων. Κατὰ τὰς πληροφορίας, αἱ συζητήσεις συνεχίσθησαν καθ’ ὅλην τὴν διάρκειαν τῆς ἡμέρας, ἐνῶ οἱ ἐκπρόσωποι τῶν ἐνδιαφερομένων ὀργανώσεων ἐδήλωσαν ὅτι θὰ ὑποβάλουν ὑπόμνημα πρὸς τὸ ἁρμόδιον ὑπουργεῖον. Ἐπίσης ἀνεκοινώθη ὅτι ἡ ἐπιτροπὴ θὰ συνέλθῃ ἐκ νέου ἐντὸς τῆς προσεχοῦς ἑβδομάδος διὰ νὰ ἐξετάσῃ τὰς προτάσεις καὶ νὰ λάβῃ τὰς τελικὰς ἀποφάσεις ἐπὶ τοῦ ζητήματος, τὸ ὁποῖον ἀπασχολεῖ ἀπὸ μακροῦ τὴν κοινὴν γνώμην τῆς χώρας καὶ τοὺς ἁρμοδίους κύκλους. [707, 272, 837, 342]
headline: ΠΑΝΕΛΛΗΝΙΟΣ ΣΥΣΚΕΨΙΣ ΕΜΠΟΡΙΚΩΝ ΣΥΛΛΟΓΩΝ ΔΙΑ ΕΞΕΤΑΣΙΝ ΒΑΣΙΚΑ ΘΕΜΑΤΑ ΤΗΣ ΟΙΚΟΝΟΜΙΑΣ [102, 505, 295, 533]
headline: ΟΙ ΑΝΘΡΑΚΩΡΥΧΟΙ ΕΠΙΠΟΘΕΝΤΑΙ ΚΑΤΑ ΤΩΝ ΓΡΑΦΕΙΩΝ ΤΗΣ ΕΤΑΙΡΕΙΑΣ [14, 1003, 88, 1058]
headline: Η ΑΠΟΓΡΑΦΗ ΤΩΝ ΔΗΜΟΣΙΩΝ ΥΠΑΛΛΗΛΩΝ [316, 904, 399, 932]
article-body: ΑΘΗΝΑΙ, 4.— ρήνην καὶ τῆς κυβερνήσεως αὐτῆς ὑπὸ τὴν ἐπίβλεψιν τῶν ἁρμοδίων ἀρχῶν, αἵτινες ἀπεφάσισαν τὴν ἄμεσον ἐφαρμογὴν τῶν ληφθέντων μέτρων. Κατὰ τὰς πληροφορίας, αἱ συζητήσεις συνεχίσθησαν καθ’ ὅλην τὴν διάρκειαν τῆς ἡμέρας, ἐνῶ οἱ ἐκπρόσωποι τῶν ἐνδιαφερομένων ὀργανώσεων ἐδήλωσαν ὅτι θὰ ὑποβάλουν ὑπόμνημα πρὸς τὸ ἁρμόδιον ὑπουργεῖον. Ἐπίσης ἀνεκοινώθη ὅτι ἡ ἐπιτροπὴ θὰ συνέλθῃ ἐκ νέου ἐντὸς τῆς προσεχοῦς ἑβδομάδος διὰ νὰ ἐξετάσῃ τὰς προτάσεις καὶ νὰ λάβῃ τὰς τελικὰς ἀποφάσεις ἐπὶ τοῦ ζητήματος, τὸ ὁποῖον ἀπασχολεῖ ἀπὸ μακροῦ τὴν κοινὴν γνώμην τῆς χώρας καὶ τοὺς ἁρμοδίους κύκλους. [310, 793, 405, 896]
body-text: ρήνην καὶ τῆς κυβερνήσεως αὐτῆς ὑπὸ τὴν ἐπίβλεψιν τῶν ἁρμοδίων ἀρχῶν, αἵτινες ἀπεφάσισαν τὴν ἄμεσον ἐφαρμογὴν τῶν ληφθέντων μέτρων. Κατὰ τὰς πληροφορίας, αἱ συζητήσεις συνεχίσθησαν καθ’ ὅλην τὴν διάρκειαν τῆς ἡμέρας, ἐνῶ οἱ ἐκπρόσωποι τῶν ἐνδιαφερομένων ὀργανώσεων ἐδήλωσαν ὅτι θὰ ὑποβάλουν ὑπόμνημα πρὸς τὸ ἁρμόδιον ὑπουργεῖον. Ἐπίσης ἀνεκοινώθη ὅτι ἡ ἐπιτροπὴ θὰ συνέλθῃ ἐκ νέου ἐντὸς τῆς προσεχοῦς ἑβδομάδος διὰ νὰ ἐξετάσῃ τὰς προτάσεις καὶ νὰ λάβῃ τὰς τελικὰς ἀποφάσεις ἐπὶ τοῦ ζητήματος, τὸ ὁποῖον ἀπασχολεῖ ἀπὸ μακροῦ τὴν κοινὴν γνώμην τῆς χώρας καὶ τοὺς ἁρμοδίους κύκλους. [97, 535, 196, 624]
headline: ΑΘΗΝΑΙΩΝ Ο ΗΜΙΟΝΟΣ ΚΑΙ Ο ΑΣΤΟΣ ΑΜΦΙΤΡΙΤΗΣ ΕΠΕΣΕΝ ΕΚ ΤΟΥ ΚΑΡΡΟΥ ΤΡΑΥΜΑΤΙΣΘΕΙΣ ΣΟΒΑΡΩΣ [312, 422, 403, 486]
body-text: ρήνην καὶ τῆς κυβερνήσεως αὐτῆς ὑπὸ τὴν ἐπίβλεψιν τῶν ἁρμοδίων ἀρχῶν, αἵτινες ἀπεφάσισαν τὴν ἄμεσον ἐφαρμογὴν τῶν ληφθέντων μέτρων. Κατὰ τὰς πληροφορίας, αἱ συζητήσεις συνεχίσθησαν καθ’ ὅλην τὴν διάρκειαν τῆς ἡμέρας, ἐνῶ οἱ ἐκπρόσωποι τῶν ἐνδιαφερομένων ὀργανώσεων ἐδήλωσαν ὅτι θὰ ὑποβάλουν ὑπόμνημα πρὸς τὸ ἁρμόδιον ὑπουργεῖον. Ἐπίσης ἀνεκοινώθη ὅτι ἡ ἐπιτροπὴ θὰ συνέλθῃ ἐκ νέου ἐντὸς τῆς προσεχοῦς ἑβδομάδος διὰ νὰ ἐξετάσῃ τὰς προτάσεις καὶ νὰ λάβῃ τὰς τελικὰς ἀποφάσεις ἐπὶ τοῦ ζητήματος, τὸ ὁποῖον ἀπασχολεῖ ἀπὸ μακροῦ τὴν κοινὴν γνώμην τῆς χώρας καὶ τοὺς ἁρμοδίους κύκλους. [201, 265, 300, 354]
article [14, 13, 86, 220]
headline: ΗΡΧΙΣΑΝ ΑΙ ΠΡΟΕΤΟΙΜΑΣΙΑΙ ΕΙΣ ΤΗΝ ΞΑΝΘΗΝ ΔΙΑ ΤΟ ΠΑΝΕΛΛΗΝΙΟΝ ΣΥΝΕΔΡΙΟΝ ΡΟΤΑΡΙΑΝΩΝ [106, 12, 290, 58]
body-text: ρήνην καὶ τῆς κυβερνήσεως αὐτῆς ὑπὸ τὴν ἐπίβλεψιν τῶν ἁρμοδίων ἀρχῶν, αἵτινες ἀπεφάσισαν τὴν ἄμεσον ἐφαρμογὴν τῶν ληφθέντων μέτρων. Κατὰ τὰς πληροφορίας, αἱ συζητήσεις συνεχίσθησαν καθ’ ὅλην τὴν διάρκειαν τῆς ἡμέρας, ἐνῶ οἱ ἐκπρόσωποι τῶν ἐνδιαφερομένων ὀργανώσεων ἐδήλωσαν ὅτι θὰ ὑποβάλουν ὑπόμνημα πρὸς τὸ ἁρμόδιον ὑπουργεῖον. Ἐπίσης ἀνεκοινώθη ὅτι ἡ ἐπιτροπὴ θὰ συνέλθῃ ἐκ νέου ἐντὸς τῆς προσεχοῦς ἑβδομάδος διὰ νὰ ἐξετάσῃ τὰς προτάσεις καὶ νὰ λάβῃ τὰς τελικὰς ἀποφάσεις ἐπὶ τοῦ ζητήματος, τὸ ὁποῖον ἀπασχολεῖ ἀπὸ μακροῦ τὴν κοινὴν γνώμην τῆς χώρας καὶ τοὺς ἁρμοδίους κύκλους. [201, 792, 300, 881]
article-body [201, 1201, 300, 1291]
article-body: ΒΑΡΣΟΒΙΑ, 4. (Ρώυτερ).— ρήνην καὶ τῆς κυβερνήσεως αὐτῆς ὑπὸ τὴν ἐπίβλεψιν τῶν ἁρμοδίων ἀρχῶν, αἵτινες ἀπεφάσισαν τὴν ἄμεσον ἐφαρμογὴν τῶν ληφθέντων μέτρων. Κατὰ τὰς πληροφορίας, αἱ συζητήσεις συνεχίσθησαν καθ’ ὅλην τὴν διάρκειαν τῆς ἡμέρας, ἐνῶ οἱ ἐκπρόσωποι τῶν ἐνδιαφερομένων ὀργανώσεων ἐδήλωσαν ὅτι θὰ ὑποβάλουν ὑπόμνημα πρὸς τὸ ἁρμόδιον ὑπουργεῖον. Ἐπίσης ἀνεκοινώθη ὅτι ἡ ἐπιτροπὴ θὰ συνέλθῃ ἐκ νέου ἐντὸς τῆς προσεχοῦς ἑβδομάδος διὰ νὰ ἐξετάσῃ τὰς προτάσεις καὶ νὰ λάβῃ τὰς τελικὰς ἀποφάσεις ἐπὶ τοῦ ζητήματος, τὸ ὁποῖον ἀπασχολεῖ ἀπὸ μακροῦ τὴν κοινὴν γνώμην τῆς χώρας καὶ τοὺς ἁρμοδίους κύκλους. [14, 285, 86, 419]
body-text: ρήνην καὶ τῆς κυβερνήσεως αὐτῆς ὑπὸ τὴν ἐπίβλεψιν τῶν ἁρμοδίων ἀρχῶν, αἵτινες ἀπεφάσισαν τὴν ἄμεσον ἐφαρμογὴν τῶν ληφθέντων μέτρων. Κατὰ τὰς πληροφορίας, αἱ συζητήσεις συνεχίσθησαν καθ’ ὅλην τὴν διάρκειαν τῆς ἡμέρας, ἐνῶ οἱ ἐκπρόσωποι τῶν ἐνδιαφερομένων ὀργανώσεων ἐδήλωσαν ὅτι θὰ ὑποβάλουν ὑπόμνημα πρὸς τὸ ἁρμόδιον ὑπουργεῖον. Ἐπίσης ἀνεκοινώθη ὅτι ἡ ἐπιτροπὴ θὰ συνέλθῃ ἐκ νέου ἐντὸς τῆς προσεχοῦς ἑβδομάδος διὰ νὰ ἐξετάσῃ τὰς προτάσεις καὶ νὰ λάβῃ τὰς τελικὰς ἀποφάσεις ἐπὶ τοῦ ζητήματος, τὸ ὁποῖον ἀπασχολεῖ ἀπὸ μακροῦ τὴν κοινὴν γνώμην τῆς χώρας καὶ τοὺς ἁρμοδίους κύκλους. [146, 977, 208, 1137]
body-text: ρήνην καὶ τῆς κυβερνήσεως αὐτῆς ὑπὸ τὴν ἐπίβλεψιν τῶν ἁρμοδίων ἀρχῶν, αἵτινες ἀπεφάσισαν τὴν ἄμεσον ἐφαρμογὴν τῶν ληφθέντων μέτρων. Κατὰ τὰς πληροφορίας, αἱ συζητήσεις συνεχίσθησαν καθ’ ὅλην τὴν διάρκειαν τῆς ἡμέρας, ἐνῶ οἱ ἐκπρόσωποι τῶν ἐνδιαφερομένων ὀργανώσεων ἐδήλωσαν ὅτι θὰ ὑποβάλουν ὑπόμνημα πρὸς τὸ ἁρμόδιον ὑπουργεῖον. Ἐπίσης ἀνεκοινώθη ὅτι ἡ ἐπιτροπὴ θὰ συνέλθῃ ἐκ νέου ἐντὸς τῆς προσεχοῦς ἑβδομάδος διὰ νὰ ἐξετάσῃ τὰς προτάσεις καὶ νὰ λάβῃ τὰς τελικὰς ἀποφάσεις ἐπὶ τοῦ ζητήματος, τὸ ὁποῖον ἀπασχολεῖ ἀπὸ μακροῦ τὴν κοινὴν γνώμην τῆς χώρας καὶ τοὺς ἁρμοδίους κύκλους. [310, 1239, 405, 1341]
body-text: ρήνην καὶ τῆς κυβερνήσεως αὐτῆς ὑπὸ τὴν ἐπίβλεψιν τῶν ἁρμοδίων ἀρχῶν, αἵτινες ἀπεφάσισαν τὴν ἄμεσον ἐφαρμογὴν τῶν ληφθέντων μέτρων. Κατὰ τὰς πληροφορίας, αἱ συζητήσεις συνεχίσθησαν καθ’ ὅλην τὴν διάρκειαν τῆς ἡμέρας, ἐνῶ οἱ ἐκπρόσωποι τῶν ἐνδιαφερομένων ὀργανώσεων ἐδήλωσαν ὅτι θὰ ὑποβάλουν ὑπόμνημα πρὸς τὸ ἁρμόδιον ὑπουργεῖον. Ἐπίσης ἀνεκοινώθη ὅτι ἡ ἐπιτροπὴ θὰ συνέλθῃ ἐκ νέου ἐντὸς τῆς προσεχοῦς ἑβδομάδος διὰ νὰ ἐξετάσῃ τὰς προτάσεις καὶ νὰ λάβῃ τὰς τελικὰς ἀποφάσεις ἐπὶ τοῦ ζητήματος, τὸ ὁποῖον ἀπασχολεῖ ἀπὸ μακροῦ τὴν κοινὴν γνώμην τῆς χώρας καὶ τοὺς ἁρμοδίους κύκλους. [97, 747, 196, 837]
headline: ΟΙ ΕΡΓΑΖΟΜΕΝΟΙ ΜΑΘΗΤΑΙ [318, 1768, 397, 1787]
body-text: ρήνην καὶ τῆς κυβερνήσεως αὐτῆς ὑπὸ τὴν ἐπίβλεψιν τῶν ἁρμοδίων ἀρχῶν, αἵτινες ἀπεφάσισαν τὴν ἄμεσον ἐφαρμογὴν τῶν ληφθέντων μέτρων. Κατὰ τὰς πληροφορίας, αἱ συζητήσεις συνεχίσθησαν καθ’ ὅλην τὴν διάρκειαν τῆς ἡμέρας, ἐνῶ οἱ ἐκπρόσωποι τῶν ἐνδιαφερομένων ὀργανώσεων ἐδήλωσαν ὅτι θὰ ὑποβάλουν ὑπόμνημα πρὸς τὸ ἁρμόδιον ὑπουργεῖον. Ἐπίσης ἀνεκοινώθη ὅτι ἡ ἐπιτροπὴ θὰ συνέλθῃ ἐκ νέου ἐντὸς τῆς προσεχοῦς ἑβδομάδος διὰ νὰ ἐξετάσῃ τὰς προτάσεις καὶ νὰ λάβῃ τὰς τελικὰς ἀποφάσεις ἐπὶ τοῦ ζητήματος, τὸ ὁποῖον ἀπασχολεῖ ἀπὸ μακροῦ τὴν κοινὴν γνώμην τῆς χώρας καὶ τοὺς ἁρμοδίους κύκλους. [14, 1385, 87, 1519]
body-text: ρήνην καὶ τῆς κυβερνήσεως αὐτῆς ὑπὸ τὴν ἐπίβλεψιν τῶν ἁρμοδίων ἀρχῶν, αἵτινες ἀπεφάσισαν τὴν ἄμεσον ἐφαρμογὴν τῶν ληφθέντων μέτρων. Κατὰ τὰς πληροφορίας, αἱ συζητήσεις συνεχίσθησαν καθ’ ὅλην τὴν διάρκειαν τῆς ἡμέρας, ἐνῶ οἱ ἐκπρόσωποι τῶν ἐνδιαφερομένων ὀργανώσεων ἐδήλωσαν ὅτι θὰ ὑποβάλουν ὑπόμνημα πρὸς τὸ ἁρμόδιον ὑπουργεῖον. Ἐπίσης ἀνεκοινώθη ὅτι ἡ ἐπιτροπὴ θὰ συνέλθῃ ἐκ νέου ἐντὸς τῆς προσεχοῦς ἑβδομάδος διὰ νὰ ἐξετάσῃ τὰς προτάσεις καὶ νὰ λάβῃ τὰς τελικὰς ἀποφάσεις ἐπὶ τοῦ ζητήματος, τὸ ὁποῖον ἀπασχολεῖ ἀπὸ μακροῦ τὴν κοινὴν γνώμην τῆς χώρας καὶ τοὺς ἁρμοδίους κύκλους. [14, 672, 86, 806]
headline: ΚΑΙ ΕΛΛΗΝ ΘΑ ΜΕΤΑΣΧΗ ΤΟΥ ΜΑΘΗΤΙΚΟΥ ΣΥΝΕΔΡΙΟΥ ΤΗΣ ΝΕΑΣ ΥΟΡΚΗΣ [16, 1329, 84, 1384]
body-text: ρήνην καὶ τῆς κυβερνήσεως αὐτῆς ὑπὸ τὴν ἐπίβλεψιν τῶν ἁρμοδίων ἀρχῶν, αἵτινες ἀπεφάσισαν τὴν ἄμεσον ἐφαρμογὴν τῶν ληφθέντων μέτρων. Κατὰ τὰς πληροφορίας, αἱ συζητήσεις συνεχίσθησαν καθ’ ὅλην τὴν διάρκειαν τῆς ἡμέρας, ἐνῶ οἱ ἐκπρόσωποι τῶν ἐνδιαφερομένων ὀργανώσεων ἐδήλωσαν ὅτι θὰ ὑποβάλουν ὑπόμνημα πρὸς τὸ ἁρμόδιον ὑπουργεῖον. Ἐπίσης ἀνεκοινώθη ὅτι ἡ ἐπιτροπὴ θὰ συνέλθῃ ἐκ νέου ἐντὸς τῆς προσεχοῦς ἑβδομάδος διὰ νὰ ἐξετάσῃ τὰς προτάσεις καὶ νὰ λάβῃ τὰς τελικὰς ἀποφάσεις ἐπὶ τοῦ ζητήματος, τὸ ὁποῖον ἀπασχολεῖ ἀπὸ μακροῦ τὴν κοινὴν γνώμην τῆς χώρας καὶ τοὺς ἁρμοδίους κύκλους. [310, 1091, 405, 1193]
banner-line-2: ΘΑ ΣΗΜΕΙΩΘΟΥΝ ΑΠΟΦΑΣΙΣΤΙΚΑΙ [473, 49, 639, 89]
body-text: ρήνην καὶ τῆς κυβερνήσεως αὐτῆς ὑπὸ τὴν ἐπίβλεψιν τῶν ἁρμοδίων ἀρχῶν, αἵτινες ἀπεφάσισαν τὴν ἄμεσον ἐφαρμογὴν τῶν ληφθέντων μέτρων. Κατὰ τὰς πληροφορίας, αἱ συζητήσεις συνεχίσθησαν καθ’ ὅλην τὴν διάρκειαν τῆς ἡμέρας, ἐνῶ οἱ ἐκπρόσωποι τῶν ἐνδιαφερομένων ὀργανώσεων ἐδήλωσαν ὅτι θὰ ὑποβάλουν ὑπόμνημα πρὸς τὸ ἁρμόδιον ὑπουργεῖον. Ἐπίσης ἀνεκοινώθη ὅτι ἡ ἐπιτροπὴ θὰ συνέλθῃ ἐκ νέου ἐντὸς τῆς προσεχοῦς ἑβδομάδος διὰ νὰ ἐξετάσῃ τὰς προτάσεις καὶ νὰ λάβῃ τὰς τελικὰς ἀποφάσεις ἐπὶ τοῦ ζητήματος, τὸ ὁποῖον ἀπασχολεῖ ἀπὸ μακροῦ τὴν κοινὴν γνώμην τῆς χώρας καὶ τοὺς ἁρμοδίους κύκλους. [310, 1658, 405, 1760]
section-head: ΑΠΟ ΤΗΝ ΚΟΜΟΤΙΝΗΝ [106, 1192, 187, 1200]
article-body: ΑΘΗΝΑΙ, 4.— ρήνην καὶ τῆς κυβερνήσεως αὐτῆς ὑπὸ τὴν ἐπίβλεψιν τῶν ἁρμοδίων ἀρχῶν, αἵτινες ἀπεφάσισαν τὴν ἄμεσον ἐφαρμογὴν τῶν ληφθέντων μέτρων. Κατὰ τὰς πληροφορίας, αἱ συζητήσεις συνεχίσθησαν καθ’ ὅλην τὴν διάρκειαν τῆς ἡμέρας, ἐνῶ οἱ ἐκπρόσωποι τῶν ἐνδιαφερομένων ὀργανώσεων ἐδήλωσαν ὅτι θὰ ὑποβάλουν ὑπόμνημα πρὸς τὸ ἁρμόδιον ὑπουργεῖον. Ἐπίσης ἀνεκοινώθη ὅτι ἡ ἐπιτροπὴ θὰ συνέλθῃ ἐκ νέου ἐντὸς τῆς προσεχοῦς ἑβδομάδος διὰ νὰ ἐξετάσῃ τὰς προτάσεις καὶ νὰ λάβῃ τὰς τελικὰς ἀποφάσεις ἐπὶ τοῦ ζητήματος, τὸ ὁποῖον ἀπασχολεῖ ἀπὸ μακροῦ τὴν κοινὴν γνώμην τῆς χώρας καὶ τοὺς ἁρμοδίους κύκλους. [14, 2134, 87, 2268]
headline: Ο ΠΡΟΕΔΡΟΣ ΤΗΣ ΓΚΑΝΑ ΗΡΧΙΣΕ ΣΥΝΟΜΙΛΙΑΣ ΕΙΣ ΤΟ ΒΕΛΙΓΡΑΔΙΟΝ [19, 1527, 81, 1582]
article-body: ΚΑΤΕΡΙΝΗ, 4.— ρήνην καὶ τῆς κυβερνήσεως αὐτῆς ὑπὸ τὴν ἐπίβλεψιν τῶν ἁρμοδίων ἀρχῶν, αἵτινες ἀπεφάσισαν τὴν ἄμεσον ἐφαρμογὴν τῶν ληφθέντων μέτρων. Κατὰ τὰς πληροφορίας, αἱ συζητήσεις συνεχίσθησαν καθ’ ὅλην τὴν διάρκειαν τῆς ἡμέρας, ἐνῶ οἱ ἐκπρόσωποι τῶν ἐνδιαφερομένων ὀργανώσεων ἐδήλωσαν ὅτι θὰ ὑποβάλουν ὑπόμνημα πρὸς τὸ ἁρμόδιον ὑπουργεῖον. Ἐπίσης ἀνεκοινώθη ὅτι ἡ ἐπιτροπὴ θὰ συνέλθῃ ἐκ νέου ἐντὸς τῆς προσεχοῦς ἑβδομάδος διὰ νὰ ἐξετάσῃ τὰς προτάσεις καὶ νὰ λάβῃ τὰς τελικὰς ἀποφάσεις ἐπὶ τοῦ ζητήματος, τὸ ὁποῖον ἀπασχολεῖ ἀπὸ μακροῦ τὴν κοινὴν γνώμην τῆς χώρας καὶ τοὺς ἁρμοδίους κύκλους. [707, 355, 837, 425]
section-head: ΑΠΟ ΤΗΝ ΛΑΡΙΣΑΝ [113, 1294, 180, 1302]
column-4 [412, 11, 700, 1287]
article-body: ΡΩΜΗ, 4.— ρήνην καὶ τῆς κυβερνήσεως αὐτῆς ὑπὸ τὴν ἐπίβλεψιν τῶν ἁρμοδίων ἀρχῶν, αἵτινες ἀπεφάσισαν τὴν ἄμεσον ἐφαρμογὴν τῶν ληφθέντων μέτρων. Κατὰ τὰς πληροφορίας, αἱ συζητήσεις συνεχίσθησαν καθ’ ὅλην τὴν διάρκειαν τῆς ἡμέρας, ἐνῶ οἱ ἐκπρόσωποι τῶν ἐνδιαφερομένων ὀργανώσεων ἐδήλωσαν ὅτι θὰ ὑποβάλουν ὑπόμνημα πρὸς τὸ ἁρμόδιον ὑπουργεῖον. Ἐπίσης ἀνεκοινώθη ὅτι ἡ ἐπιτροπὴ θὰ συνέλθῃ ἐκ νέου ἐντὸς τῆς προσεχοῦς ἑβδομάδος διὰ νὰ ἐξετάσῃ τὰς προτάσεις καὶ νὰ λάβῃ τὰς τελικὰς ἀποφάσεις ἐπὶ τοῦ ζητήματος, τὸ ὁποῖον ἀπασχολεῖ ἀπὸ μακροῦ τὴν κοινὴν γνώμην τῆς χώρας καὶ τοὺς ἁρμοδίους κύκλους. ρήνην καὶ τῆς κυβερνήσεως αὐτῆς ὑπὸ τὴν ἐπίβλεψιν τῶν ἁρμοδίων ἀρχῶν, αἵτινες ἀπεφάσισαν τὴν ἄμεσον ἐφαρμογὴν τῶν ληφθέντων μέτρων. Κατὰ τὰς πληροφορίας, αἱ συζητήσεις συνεχίσθησαν καθ’ ὅλην τὴν διάρκειαν τῆς ἡμέρας, ἐνῶ οἱ ἐκπρόσωποι τῶν ἐνδιαφερομένων ὀργανώσεων ἐδήλωσαν ὅτι θὰ ὑποβάλουν ὑπόμνημα πρὸς τὸ ἁρμόδιον ὑπουργεῖον. Ἐπίσης ἀνεκοινώθη ὅτι ἡ ἐπιτροπὴ θὰ συνέλθῃ ἐκ νέου ἐντὸς τῆς προσεχοῦς ἑβδομάδος διὰ νὰ ἐξετάσῃ τὰς προτάσεις καὶ νὰ λάβῃ τὰς τελικὰς ἀποφάσεις ἐπὶ τοῦ ζητήματος, τὸ ὁποῖον ἀπασχολεῖ ἀπὸ μακροῦ τὴν κοινὴν γνώμην τῆς χώρας καὶ τοὺς ἁρμοδίους κύκλους. [14, 2314, 86, 2575]
headline: ΤΟ ΝΕΟΝ ΚΟΜΜΑ ΤΟΥ ΚΑΝΑΔΑ ΥΠΕΡ ΤΗΣ ΠΑΡΑΜΟΝΗΣ ΕΙΣ ΤΟ ΝΑΤΟ [712, 129, 832, 156]
article-body: ΚΩΝ/ΠΟΛΙΣ, 4.— ρήνην καὶ τῆς κυβερνήσεως αὐτῆς ὑπὸ τὴν ἐπίβλεψιν τῶν ἁρμοδίων ἀρχῶν, αἵτινες ἀπεφάσισαν τὴν ἄμεσον ἐφαρμογὴν τῶν ληφθέντων μέτρων. Κατὰ τὰς πληροφορίας, αἱ συζητήσεις συνεχίσθησαν καθ’ ὅλην τὴν διάρκειαν τῆς ἡμέρας, ἐνῶ οἱ ἐκπρόσωποι τῶν ἐνδιαφερομένων ὀργανώσεων ἐδήλωσαν ὅτι θὰ ὑποβάλουν ὑπόμνημα πρὸς τὸ ἁρμόδιον ὑπουργεῖον. Ἐπίσης ἀνεκοινώθη ὅτι ἡ ἐπιτροπὴ θὰ συνέλθῃ ἐκ νέου ἐντὸς τῆς προσεχοῦς ἑβδομάδος διὰ νὰ ἐξετάσῃ τὰς προτάσεις καὶ νὰ λάβῃ τὰς τελικὰς ἀποφάσεις ἐπὶ τοῦ ζητήματος, τὸ ὁποῖον ἀπασχολεῖ ἀπὸ μακροῦ τὴν κοινὴν γνώμην τῆς χώρας καὶ τοὺς ἁρμοδίους κύκλους. [97, 660, 300, 711]
section-head: ΑΠΟ ΤΑΣ ΣΕΡΡΑΣ [219, 1192, 281, 1200]
headline: ΑΠΟΚΗ ΧΑΡΑΚΤΗΡΙΖΟΥΝ ΟΙ ΚΑΠΝΟΠΑΡΑΓΩΓΟΙ ΤΗΝ ΕΝΟΛ/ΧΙΚΗΝ ΕΙΣΦΟΡΑΝ [312, 1043, 403, 1089]
headline: ΑΝΟΔΟΝ ΕΜΦΑΝΙΖΕΙ Η ΒΙΟΜΗΧΑΝΙΚΗ ΠΑΡΑΓΩΓΗ [310, 1628, 405, 1656]
article-body [212, 960, 300, 1062]
headline: ΕΜΦΥΛΙΟΣ ΠΟΛΕΜΟΣ ΜΕΤΑΞΥ ΙΘΑΓΕΝΩΝ ΕΙΣ ΡΟΥΑΝΤΑ ΟΥΡΟΥΝΤΙ [720, 1015, 824, 1043]
body-text: ρήνην καὶ τῆς κυβερνήσεως αὐτῆς ὑπὸ τὴν ἐπίβλεψιν τῶν ἁρμοδίων ἀρχῶν, αἵτινες ἀπεφάσισαν τὴν ἄμεσον ἐφαρμογὴν τῶν ληφθέντων μέτρων. Κατὰ τὰς πληροφορίας, αἱ συζητήσεις συνεχίσθησαν καθ’ ὅλην τὴν διάρκειαν τῆς ἡμέρας, ἐνῶ οἱ ἐκπρόσωποι τῶν ἐνδιαφερομένων ὀργανώσεων ἐδήλωσαν ὅτι θὰ ὑποβάλουν ὑπόμνημα πρὸς τὸ ἁρμόδιον ὑπουργεῖον. Ἐπίσης ἀνεκοινώθη ὅτι ἡ ἐπιτροπὴ θὰ συνέλθῃ ἐκ νέου ἐντὸς τῆς προσεχοῦς ἑβδομάδος διὰ νὰ ἐξετάσῃ τὰς προτάσεις καὶ νὰ λάβῃ τὰς τελικὰς ἀποφάσεις ἐπὶ τοῦ ζητήματος, τὸ ὁποῖον ἀπασχολεῖ ἀπὸ μακροῦ τὴν κοινὴν γνώμην τῆς χώρας καὶ τοὺς ἁρμοδίους κύκλους. [97, 747, 300, 881]
lead-story-body: ΗΝΩΜΕΝΑ ΕΘΝΗ, Νέα Ὑόρκη, 4.— ρήνην καὶ τῆς κυβερνήσεως αὐτῆς ὑπὸ τὴν ἐπίβλεψιν τῶν ἁρμοδίων ἀρχῶν, αἵτινες ἀπεφάσισαν τὴν ἄμεσον ἐφαρμογὴν τῶν ληφθέντων μέτρων. Κατὰ τὰς πληροφορίας, αἱ συζητήσεις συνεχίσθησαν καθ’ ὅλην τὴν διάρκειαν τῆς ἡμέρας, ἐνῶ οἱ ἐκπρόσωποι τῶν ἐνδιαφερομένων ὀργανώσεων ἐδήλωσαν ὅτι θὰ ὑποβάλουν ὑπόμνημα πρὸς τὸ ἁρμόδιον ὑπουργεῖον. Ἐπίσης ἀνεκοινώθη ὅτι ἡ ἐπιτροπὴ θὰ συνέλθῃ ἐκ νέου ἐντὸς τῆς προσεχοῦς ἑβδομάδος διὰ νὰ ἐξετάσῃ τὰς προτάσεις καὶ νὰ λάβῃ τὰς τελικὰς ἀποφάσεις ἐπὶ τοῦ ζητήματος, τὸ ὁποῖον ἀπασχολεῖ ἀπὸ μακροῦ τὴν κοινὴν γνώμην τῆς χώρας καὶ τοὺς ἁρμοδίους κύκλους. ρήνην καὶ τῆς κυβερνήσεως αὐτῆς ὑπὸ τὴν ἐπίβλεψιν τῶν ἁρμοδίων ἀρχῶν, αἵτινες ἀπεφάσισαν τὴν ἄμεσον ἐφαρμογὴν τῶν ληφθέντων μέτρων. Κατὰ τὰς πληροφορίας, αἱ συζητήσεις συνεχίσθησαν καθ’ ὅλην τὴν διάρκειαν τῆς ἡμέρας, ἐνῶ οἱ ἐκπρόσωποι τῶν ἐνδιαφερομένων ὀργανώσεων ἐδήλωσαν ὅτι θὰ ὑποβάλουν ὑπόμνημα πρὸς τὸ ἁρμόδιον ὑπουργεῖον. Ἐπίσης ἀνεκοινώθη ὅτι ἡ ἐπιτροπὴ θὰ συνέλθῃ ἐκ νέου ἐντὸς τῆς προσεχοῦς ἑβδομάδος διὰ νὰ ἐξετάσῃ τὰς προτάσεις καὶ νὰ λάβῃ τὰς τελικὰς ἀποφάσεις ἐπὶ τοῦ ζητήματος, τὸ ὁποῖον ἀπασχολεῖ ἀπὸ μακροῦ τὴν κοινὴν γνώμην τῆς χώρας καὶ τοὺς ἁρμοδίους κύκλους. ΕΙΣ ΤΗΝ Η.Β. ρήνην καὶ τῆς κυβερνήσεως αὐτῆς ὑπὸ τὴν ἐπίβλεψιν τῶν ἁρμοδίων ἀρχῶν, αἵτινες ἀπεφάσισαν τὴν ἄμεσον ἐφαρμογὴν τῶν ληφθέντων μέτρων. Κατὰ τὰς πληροφορίας, αἱ συζητήσεις συνεχίσθησαν καθ’ ὅλην τὴν διάρκειαν τῆς ἡμέρας, ἐνῶ οἱ ἐκπρόσωποι τῶν ἐνδιαφερομένων ὀργανώσεων ἐδήλωσαν ὅτι θὰ ὑποβάλουν ὑπόμνημα πρὸς τὸ ἁρμόδιον ὑπουργεῖον. Ἐπίσης ἀνεκοινώθη ὅτι ἡ ἐπιτροπὴ θὰ συνέλθῃ ἐκ νέου ἐντὸς τῆς προσεχοῦς ἑβδομάδος διὰ νὰ ἐξετάσῃ τὰς προτάσεις καὶ νὰ λάβῃ τὰς τελικὰς ἀποφάσεις ἐπὶ τοῦ ζητήματος, τὸ ὁποῖον ἀπασχολεῖ ἀπὸ μακροῦ τὴν κοινὴν γνώμην τῆς χώρας καὶ τοὺς ἁρμοδίους κύκλους. ΕΙΣ ΤΟ ΠΑΚΙΣΤΑΝ ΡΑΒΑΛΠΙΝΔΙ, 4. (Ἀσ. Πρ.).— ρήνην καὶ τῆς κυβερνήσεως αὐτῆς ὑπὸ τὴν ἐπίβλεψιν τῶν ἁρμοδίων ἀρχῶν, αἵτινες ἀπεφάσισαν τὴν ἄμεσον ἐφαρμογὴν τῶν ληφθέντων μέτρων. Κατὰ τὰς πληροφορίας, αἱ συζητήσεις συνεχίσθησαν καθ’ ὅλην τὴν διάρκειαν τῆς ἡμέρας, ἐνῶ οἱ ἐκπρόσωποι τῶν ἐνδιαφερομένων ὀργανώσεων ἐδήλωσαν ὅτι θὰ ὑποβάλουν ὑπόμνημα πρὸς τὸ ἁρμόδιον ὑπουργεῖον. Ἐπίσης ἀνεκοινώθη ὅτι ἡ ἐπιτροπὴ θὰ συνέλθῃ ἐκ νέου ἐντὸς τῆς προσεχοῦς ἑβδομάδος διὰ νὰ ἐξετάσῃ τὰς προτάσεις καὶ νὰ λάβῃ τὰς τελικὰς ἀποφάσεις ἐπὶ τοῦ ζητήματος, τὸ ὁποῖον ἀπασχολεῖ ἀπὸ μακροῦ τὴν κοινὴν γνώμην τῆς χώρας καὶ τοὺς ἁρμοδίους κύκλους. ΝΤΑΚΑΡ, 4. (Ρώυτερ).— ρήνην καὶ τῆς κυβερνήσεως αὐτῆς ὑπὸ τὴν ἐπίβλεψιν τῶν ἁρμοδίων ἀρχῶν, αἵτινες ἀπεφάσισαν τὴν ἄμεσον ἐφαρμογὴν τῶν ληφθέντων μέτρων. Κατὰ τὰς πληροφορίας, αἱ συζητήσεις συνεχίσθησαν καθ’ ὅλην τὴν διάρκειαν τῆς ἡμέρας, ἐνῶ οἱ ἐκπρόσωποι τῶν ἐνδιαφερομένων ὀργανώσεων ἐδήλωσαν ὅτι θὰ ὑποβάλουν ὑπόμνημα πρὸς τὸ ἁρμόδιον ὑπουργεῖον. Ἐπίσης ἀνεκοινώθη ὅτι ἡ ἐπιτροπὴ θὰ συνέλθῃ ἐκ νέου ἐντὸς τῆς προσεχοῦς ἑβδομάδος διὰ νὰ ἐξετάσῃ τὰς προτάσεις καὶ νὰ λάβῃ τὰς τελικὰς ἀποφάσεις ἐπὶ τοῦ ζητήματος, τὸ ὁποῖον ἀπασχολεῖ ἀπὸ μακροῦ τὴν κοινὴν γνώμην τῆς χώρας καὶ τοὺς ἁρμοδίους κύκλους. [415, 130, 697, 313]
article-body: ΑΘΗΝΑΙ, 4.— ρήνην καὶ τῆς κυβερνήσεως αὐτῆς ὑπὸ τὴν ἐπίβλεψιν τῶν ἁρμοδίων ἀρχῶν, αἵτινες ἀπεφάσισαν τὴν ἄμεσον ἐφαρμογὴν τῶν ληφθέντων μέτρων. Κατὰ τὰς πληροφορίας, αἱ συζητήσεις συνεχίσθησαν καθ’ ὅλην τὴν διάρκειαν τῆς ἡμέρας, ἐνῶ οἱ ἐκπρόσωποι τῶν ἐνδιαφερομένων ὀργανώσεων ἐδήλωσαν ὅτι θὰ ὑποβάλουν ὑπόμνημα πρὸς τὸ ἁρμόδιον ὑπουργεῖον. Ἐπίσης ἀνεκοινώθη ὅτι ἡ ἐπιτροπὴ θὰ συνέλθῃ ἐκ νέου ἐντὸς τῆς προσεχοῦς ἑβδομάδος διὰ νὰ ἐξετάσῃ τὰς προτάσεις καὶ νὰ λάβῃ τὰς τελικὰς ἀποφάσεις ἐπὶ τοῦ ζητήματος, τὸ ὁποῖον ἀπασχολεῖ ἀπὸ μακροῦ τὴν κοινὴν γνώμην τῆς χώρας καὶ τοὺς ἁρμοδίους κύκλους. ρήνην καὶ τῆς κυβερνήσεως αὐτῆς ὑπὸ τὴν ἐπίβλεψιν τῶν ἁρμοδίων ἀρχῶν, αἵτινες ἀπεφάσισαν τὴν ἄμεσον ἐφαρμογὴν τῶν ληφθέντων μέτρων. Κατὰ τὰς πληροφορίας, αἱ συζητήσεις συνεχίσθησαν καθ’ ὅλην τὴν διάρκειαν τῆς ἡμέρας, ἐνῶ οἱ ἐκπρόσωποι τῶν ἐνδιαφερομένων ὀργανώσεων ἐδήλωσαν ὅτι θὰ ὑποβάλουν ὑπόμνημα πρὸς τὸ ἁρμόδιον ὑπουργεῖον. Ἐπίσης ἀνεκοινώθη ὅτι ἡ ἐπιτροπὴ θὰ συνέλθῃ ἐκ νέου ἐντὸς τῆς προσεχοῦς ἑβδομάδος διὰ νὰ ἐξετάσῃ τὰς προτάσεις καὶ νὰ λάβῃ τὰς τελικὰς ἀποφάσεις ἐπὶ τοῦ ζητήματος, τὸ ὁποῖον ἀπασχολεῖ ἀπὸ μακροῦ τὴν κοινὴν γνώμην τῆς χώρας καὶ τοὺς ἁρμοδίους κύκλους. [97, 405, 300, 495]
headline: ΤΑ Η. Ε. ΑΠΟΣΤΕΛΛΟΥΝ ΕΠΙΤΡΟΠΗΝ ΕΙΣ ΤΗΝ ΑΓΚΟΛΑΝ [718, 673, 826, 700]
headline: ΠΡΟΣΦΕΡΟΝ ΒΟΗΘΕΙΑΝ Η ΑΜΕΡΙΚΗ ΕΙΣ ΤΗΝ ΠΕΡΣΙΑΝ [19, 1726, 81, 1762]
body-text: ρήνην καὶ τῆς κυβερνήσεως αὐτῆς ὑπὸ τὴν ἐπίβλεψιν τῶν ἁρμοδίων ἀρχῶν, αἵτινες ἀπεφάσισαν τὴν ἄμεσον ἐφαρμογὴν τῶν ληφθέντων μέτρων. Κατὰ τὰς πληροφορίας, αἱ συζητήσεις συνεχίσθησαν καθ’ ὅλην τὴν διάρκειαν τῆς ἡμέρας, ἐνῶ οἱ ἐκπρόσωποι τῶν ἐνδιαφερομένων ὀργανώσεων ἐδήλωσαν ὅτι θὰ ὑποβάλουν ὑπόμνημα πρὸς τὸ ἁρμόδιον ὑπουργεῖον. Ἐπίσης ἀνεκοινώθη ὅτι ἡ ἐπιτροπὴ θὰ συνέλθῃ ἐκ νέου ἐντὸς τῆς προσεχοῦς ἑβδομάδος διὰ νὰ ἐξετάσῃ τὰς προτάσεις καὶ νὰ λάβῃ τὰς τελικὰς ἀποφάσεις ἐπὶ τοῦ ζητήματος, τὸ ὁποῖον ἀπασχολεῖ ἀπὸ μακροῦ τὴν κοινὴν γνώμην τῆς χώρας καὶ τοὺς ἁρμοδίους κύκλους. [707, 816, 837, 893]
body-text: ρήνην καὶ τῆς κυβερνήσεως αὐτῆς ὑπὸ τὴν ἐπίβλεψιν τῶν ἁρμοδίων ἀρχῶν, αἵτινες ἀπεφάσισαν τὴν ἄμεσον ἐφαρμογὴν τῶν ληφθέντων μέτρων. Κατὰ τὰς πληροφορίας, αἱ συζητήσεις συνεχίσθησαν καθ’ ὅλην τὴν διάρκειαν τῆς ἡμέρας, ἐνῶ οἱ ἐκπρόσωποι τῶν ἐνδιαφερομένων ὀργανώσεων ἐδήλωσαν ὅτι θὰ ὑποβάλουν ὑπόμνημα πρὸς τὸ ἁρμόδιον ὑπουργεῖον. Ἐπίσης ἀνεκοινώθη ὅτι ἡ ἐπιτροπὴ θὰ συνέλθῃ ἐκ νέου ἐντὸς τῆς προσεχοῦς ἑβδομάδος διὰ νὰ ἐξετάσῃ τὰς προτάσεις καὶ νὰ λάβῃ τὰς τελικὰς ἀποφάσεις ἐπὶ τοῦ ζητήματος, τὸ ὁποῖον ἀπασχολεῖ ἀπὸ μακροῦ τὴν κοινὴν γνώμην τῆς χώρας καὶ τοὺς ἁρμοδίους κύκλους. [97, 660, 300, 711]
article-body: ΞΑΝΘΗ, 4.— ρήνην καὶ τῆς κυβερνήσεως αὐτῆς ὑπὸ τὴν ἐπίβλεψιν τῶν ἁρμοδίων ἀρχῶν, αἵτινες ἀπεφάσισαν τὴν ἄμεσον ἐφαρμογὴν τῶν ληφθέντων μέτρων. Κατὰ τὰς πληροφορίας, αἱ συζητήσεις συνεχίσθησαν καθ’ ὅλην τὴν διάρκειαν τῆς ἡμέρας, ἐνῶ οἱ ἐκπρόσωποι τῶν ἐνδιαφερομένων ὀργανώσεων ἐδήλωσαν ὅτι θὰ ὑποβάλουν ὑπόμνημα πρὸς τὸ ἁρμόδιον ὑπουργεῖον. Ἐπίσης ἀνεκοινώθη ὅτι ἡ ἐπιτροπὴ θὰ συνέλθῃ ἐκ νέου ἐντὸς τῆς προσεχοῦς ἑβδομάδος διὰ νὰ ἐξετάσῃ τὰς προτάσεις καὶ νὰ λάβῃ τὰς τελικὰς ἀποφάσεις ἐπὶ τοῦ ζητήματος, τὸ ὁποῖον ἀπασχολεῖ ἀπὸ μακροῦ τὴν κοινὴν γνώμην τῆς χώρας καὶ τοὺς ἁρμοδίους κύκλους. ρήνην καὶ τῆς κυβερνήσεως αὐτῆς ὑπὸ τὴν ἐπίβλεψιν τῶν ἁρμοδίων ἀρχῶν, αἵτινες ἀπεφάσισαν τὴν ἄμεσον ἐφαρμογὴν τῶν ληφθέντων μέτρων. Κατὰ τὰς πληροφορίας, αἱ συζητήσεις συνεχίσθησαν καθ’ ὅλην τὴν διάρκειαν τῆς ἡμέρας, ἐνῶ οἱ ἐκπρόσωποι τῶν ἐνδιαφερομένων ὀργανώσεων ἐδήλωσαν ὅτι θὰ ὑποβάλουν ὑπόμνημα πρὸς τὸ ἁρμόδιον ὑπουργεῖον. Ἐπίσης ἀνεκοινώθη ὅτι ἡ ἐπιτροπὴ θὰ συνέλθῃ ἐκ νέου ἐντὸς τῆς προσεχοῦς ἑβδομάδος διὰ νὰ ἐξετάσῃ τὰς προτάσεις καὶ νὰ λάβῃ τὰς τελικὰς ἀποφάσεις ἐπὶ τοῦ ζητήματος, τὸ ὁποῖον ἀπασχολεῖ ἀπὸ μακροῦ τὴν κοινὴν γνώμην τῆς χώρας καὶ τοὺς ἁρμοδίους κύκλους. ρήνην καὶ τῆς κυβερνήσεως αὐτῆς ὑπὸ τὴν ἐπίβλεψιν τῶν ἁρμοδίων ἀρχῶν, αἵτινες ἀπεφάσισαν τὴν ἄμεσον ἐφαρμογὴν τῶν ληφθέντων μέτρων. Κατὰ τὰς πληροφορίας, αἱ συζητήσεις συνεχίσθησαν καθ’ ὅλην τὴν διάρκειαν τῆς ἡμέρας, ἐνῶ οἱ ἐκπρόσωποι τῶν ἐνδιαφερομένων ὀργανώσεων ἐδήλωσαν ὅτι θὰ ὑποβάλουν ὑπόμνημα πρὸς τὸ ἁρμόδιον ὑπουργεῖον. Ἐπίσης ἀνεκοινώθη ὅτι ἡ ἐπιτροπὴ θὰ συνέλθῃ ἐκ νέου ἐντὸς τῆς προσεχοῦς ἑβδομάδος διὰ νὰ ἐξετάσῃ τὰς προτάσεις καὶ νὰ λάβῃ τὰς τελικὰς ἀποφάσεις ἐπὶ τοῦ ζητήματος, τὸ ὁποῖον ἀπασχολεῖ ἀπὸ μακροῦ τὴν κοινὴν γνώμην τῆς χώρας καὶ τοὺς ἁρμοδίους κύκλους. [97, 83, 300, 218]
body-text: ρήνην καὶ τῆς κυβερνήσεως αὐτῆς ὑπὸ τὴν ἐπίβλεψιν τῶν ἁρμοδίων ἀρχῶν, αἵτινες ἀπεφάσισαν τὴν ἄμεσον ἐφαρμογὴν τῶν ληφθέντων μέτρων. Κατὰ τὰς πληροφορίας, αἱ συζητήσεις συνεχίσθησαν καθ’ ὅλην τὴν διάρκειαν τῆς ἡμέρας, ἐνῶ οἱ ἐκπρόσωποι τῶν ἐνδιαφερομένων ὀργανώσεων ἐδήλωσαν ὅτι θὰ ὑποβάλουν ὑπόμνημα πρὸς τὸ ἁρμόδιον ὑπουργεῖον. Ἐπίσης ἀνεκοινώθη ὅτι ἡ ἐπιτροπὴ θὰ συνέλθῃ ἐκ νέου ἐντὸς τῆς προσεχοῦς ἑβδομάδος διὰ νὰ ἐξετάσῃ τὰς προτάσεις καὶ νὰ λάβῃ τὰς τελικὰς ἀποφάσεις ἐπὶ τοῦ ζητήματος, τὸ ὁποῖον ἀπασχολεῖ ἀπὸ μακροῦ τὴν κοινὴν γνώμην τῆς χώρας καὶ τοὺς ἁρμοδίους κύκλους. [14, 86, 87, 220]
russian-banner-1: ΜΙΚΡΑΣ ΜΕΤΑΒΟΛΑΣ ΤΩΝ ΡΩΣΣΙΚΩΝ ΑΠΟΨΕΩΝ [455, 739, 656, 771]
body-text: ρήνην καὶ τῆς κυβερνήσεως αὐτῆς ὑπὸ τὴν ἐπίβλεψιν τῶν ἁρμοδίων ἀρχῶν, αἵτινες ἀπεφάσισαν τὴν ἄμεσον ἐφαρμογὴν τῶν ληφθέντων μέτρων. Κατὰ τὰς πληροφορίας, αἱ συζητήσεις συνεχίσθησαν καθ’ ὅλην τὴν διάρκειαν τῆς ἡμέρας, ἐνῶ οἱ ἐκπρόσωποι τῶν ἐνδιαφερομένων ὀργανώσεων ἐδήλωσαν ὅτι θὰ ὑποβάλουν ὑπόμνημα πρὸς τὸ ἁρμόδιον ὑπουργεῖον. Ἐπίσης ἀνεκοινώθη ὅτι ἡ ἐπιτροπὴ θὰ συνέλθῃ ἐκ νέου ἐντὸς τῆς προσεχοῦς ἑβδομάδος διὰ νὰ ἐξετάσῃ τὰς προτάσεις καὶ νὰ λάβῃ τὰς τελικὰς ἀποφάσεις ἐπὶ τοῦ ζητήματος, τὸ ὁποῖον ἀπασχολεῖ ἀπὸ μακροῦ τὴν κοινὴν γνώμην τῆς χώρας καὶ τοὺς ἁρμοδίους κύκλους. [415, 390, 506, 498]
body-text: ρήνην καὶ τῆς κυβερνήσεως αὐτῆς ὑπὸ τὴν ἐπίβλεψιν τῶν ἁρμοδίων ἀρχῶν, αἵτινες ἀπεφάσισαν τὴν ἄμεσον ἐφαρμογὴν τῶν ληφθέντων μέτρων. Κατὰ τὰς πληροφορίας, αἱ συζητήσεις συνεχίσθησαν καθ’ ὅλην τὴν διάρκειαν τῆς ἡμέρας, ἐνῶ οἱ ἐκπρόσωποι τῶν ἐνδιαφερομένων ὀργανώσεων ἐδήλωσαν ὅτι θὰ ὑποβάλουν ὑπόμνημα πρὸς τὸ ἁρμόδιον ὑπουργεῖον. Ἐπίσης ἀνεκοινώθη ὅτι ἡ ἐπιτροπὴ θὰ συνέλθῃ ἐκ νέου ἐντὸς τῆς προσεχοῦς ἑβδομάδος διὰ νὰ ἐξετάσῃ τὰς προτάσεις καὶ νὰ λάβῃ τὰς τελικὰς ἀποφάσεις ἐπὶ τοῦ ζητήματος, τὸ ὁποῖον ἀπασχολεῖ ἀπὸ μακροῦ τὴν κοινὴν γνώμην τῆς χώρας καὶ τοὺς ἁρμοδίους κύκλους. [707, 1257, 837, 1327]
subheadline: ΚΑΤΗΓΓΕΛΘΗ ΚΑΙ ΣΥΝΕΛΗΦΘΗ [717, 1474, 827, 1482]
article-body: ΑΘΗΝΑΙ, 4.— ρήνην καὶ τῆς κυβερνήσεως αὐτῆς ὑπὸ τὴν ἐπίβλεψιν τῶν ἁρμοδίων ἀρχῶν, αἵτινες ἀπεφάσισαν τὴν ἄμεσον ἐφαρμογὴν τῶν ληφθέντων μέτρων. Κατὰ τὰς πληροφορίας, αἱ συζητήσεις συνεχίσθησαν καθ’ ὅλην τὴν διάρκειαν τῆς ἡμέρας, ἐνῶ οἱ ἐκπρόσωποι τῶν ἐνδιαφερομένων ὀργανώσεων ἐδήλωσαν ὅτι θὰ ὑποβάλουν ὑπόμνημα πρὸς τὸ ἁρμόδιον ὑπουργεῖον. Ἐπίσης ἀνεκοινώθη ὅτι ἡ ἐπιτροπὴ θὰ συνέλθῃ ἐκ νέου ἐντὸς τῆς προσεχοῦς ἑβδομάδος διὰ νὰ ἐξετάσῃ τὰς προτάσεις καὶ νὰ λάβῃ τὰς τελικὰς ἀποφάσεις ἐπὶ τοῦ ζητήματος, τὸ ὁποῖον ἀπασχολεῖ ἀπὸ μακροῦ τὴν κοινὴν γνώμην τῆς χώρας καὶ τοὺς ἁρμοδίους κύκλους. [310, 312, 405, 414]
soviet-banner-1: Η ΝΕΑ ΔΙΑΚΟΙΝΩΣΙΣ ΤΗΣ ΣΟΒΙΕΤΙΚΗΣ ΕΝΩΣΕΩΣ [456, 321, 656, 354]
article-body: ΣΕΡΡΑΙ, 4.— ρήνην καὶ τῆς κυβερνήσεως αὐτῆς ὑπὸ τὴν ἐπίβλεψιν τῶν ἁρμοδίων ἀρχῶν, αἵτινες ἀπεφάσισαν τὴν ἄμεσον ἐφαρμογὴν τῶν ληφθέντων μέτρων. Κατὰ τὰς πληροφορίας, αἱ συζητήσεις συνεχίσθησαν καθ’ ὅλην τὴν διάρκειαν τῆς ἡμέρας, ἐνῶ οἱ ἐκπρόσωποι τῶν ἐνδιαφερομένων ὀργανώσεων ἐδήλωσαν ὅτι θὰ ὑποβάλουν ὑπόμνημα πρὸς τὸ ἁρμόδιον ὑπουργεῖον. Ἐπίσης ἀνεκοινώθη ὅτι ἡ ἐπιτροπὴ θὰ συνέλθῃ ἐκ νέου ἐντὸς τῆς προσεχοῦς ἑβδομάδος διὰ νὰ ἐξετάσῃ τὰς προτάσεις καὶ νὰ λάβῃ τὰς τελικὰς ἀποφάσεις ἐπὶ τοῦ ζητήματος, τὸ ὁποῖον ἀπασχολεῖ ἀπὸ μακροῦ τὴν κοινὴν γνώμην τῆς χώρας καὶ τοὺς ἁρμοδίους κύκλους. [310, 1378, 405, 1481]
article-body: ΒΕΛΙΓΡΑΔΙΟΝ, 4.— ρήνην καὶ τῆς κυβερνήσεως αὐτῆς ὑπὸ τὴν ἐπίβλεψιν τῶν ἁρμοδίων ἀρχῶν, αἵτινες ἀπεφάσισαν τὴν ἄμεσον ἐφαρμογὴν τῶν ληφθέντων μέτρων. Κατὰ τὰς πληροφορίας, αἱ συζητήσεις συνεχίσθησαν καθ’ ὅλην τὴν διάρκειαν τῆς ἡμέρας, ἐνῶ οἱ ἐκπρόσωποι τῶν ἐνδιαφερομένων ὀργανώσεων ἐδήλωσαν ὅτι θὰ ὑποβάλουν ὑπόμνημα πρὸς τὸ ἁρμόδιον ὑπουργεῖον. Ἐπίσης ἀνεκοινώθη ὅτι ἡ ἐπιτροπὴ θὰ συνέλθῃ ἐκ νέου ἐντὸς τῆς προσεχοῦς ἑβδομάδος διὰ νὰ ἐξετάσῃ τὰς προτάσεις καὶ νὰ λάβῃ τὰς τελικὰς ἀποφάσεις ἐπὶ τοῦ ζητήματος, τὸ ὁποῖον ἀπασχολεῖ ἀπὸ μακροῦ τὴν κοινὴν γνώμην τῆς χώρας καὶ τοὺς ἁρμοδίους κύκλους. [14, 1584, 86, 1718]
article-body: Ο Θεσ. Δημόπουλος, 4.— ρήνην καὶ τῆς κυβερνήσεως αὐτῆς ὑπὸ τὴν ἐπίβλεψιν τῶν ἁρμοδίων ἀρχῶν, αἵτινες ἀπεφάσισαν τὴν ἄμεσον ἐφαρμογὴν τῶν ληφθέντων μέτρων. Κατὰ τὰς πληροφορίας, αἱ συζητήσεις συνεχίσθησαν καθ’ ὅλην τὴν διάρκειαν τῆς ἡμέρας, ἐνῶ οἱ ἐκπρόσωποι τῶν ἐνδιαφερομένων ὀργανώσεων ἐδήλωσαν ὅτι θὰ ὑποβάλουν ὑπόμνημα πρὸς τὸ ἁρμόδιον ὑπουργεῖον. Ἐπίσης ἀνεκοινώθη ὅτι ἡ ἐπιτροπὴ θὰ συνέλθῃ ἐκ νέου ἐντὸς τῆς προσεχοῦς ἑβδομάδος διὰ νὰ ἐξετάσῃ τὰς προτάσεις καὶ νὰ λάβῃ τὰς τελικὰς ἀποφάσεις ἐπὶ τοῦ ζητήματος, τὸ ὁποῖον ἀπασχολεῖ ἀπὸ μακροῦ τὴν κοινὴν γνώμην τῆς χώρας καὶ τοὺς ἁρμοδίους κύκλους. [310, 636, 405, 738]
newspaper-page [11, 11, 840, 2575]
headline: Ο ΠΡΟΕΔΡΟΣ ΤΗΣ ΒΡΑΖΙΛΙΑΣ ΘΑ ΕΠΙΣΚΕΦΘΗ ΤΑΣ ΗΝ. ΠΟΛΙΤΕΙΑΣ [15, 624, 85, 671]
body-text: ρήνην καὶ τῆς κυβερνήσεως αὐτῆς ὑπὸ τὴν ἐπίβλεψιν τῶν ἁρμοδίων ἀρχῶν, αἵτινες ἀπεφάσισαν τὴν ἄμεσον ἐφαρμογὴν τῶν ληφθέντων μέτρων. Κατὰ τὰς πληροφορίας, αἱ συζητήσεις συνεχίσθησαν καθ’ ὅλην τὴν διάρκειαν τῆς ἡμέρας, ἐνῶ οἱ ἐκπρόσωποι τῶν ἐνδιαφερομένων ὀργανώσεων ἐδήλωσαν ὅτι θὰ ὑποβάλουν ὑπόμνημα πρὸς τὸ ἁρμόδιον ὑπουργεῖον. Ἐπίσης ἀνεκοινώθη ὅτι ἡ ἐπιτροπὴ θὰ συνέλθῃ ἐκ νέου ἐντὸς τῆς προσεχοῦς ἑβδομάδος διὰ νὰ ἐξετάσῃ τὰς προτάσεις καὶ νὰ λάβῃ τὰς τελικὰς ἀποφάσεις ἐπὶ τοῦ ζητήματος, τὸ ὁποῖον ἀπασχολεῖ ἀπὸ μακροῦ τὴν κοινὴν γνώμην τῆς χώρας καὶ τοὺς ἁρμοδίους κύκλους. [14, 2134, 87, 2268]
article-body: ΑΘΗΝΑΙ, 4.— ρήνην καὶ τῆς κυβερνήσεως αὐτῆς ὑπὸ τὴν ἐπίβλεψιν τῶν ἁρμοδίων ἀρχῶν, αἵτινες ἀπεφάσισαν τὴν ἄμεσον ἐφαρμογὴν τῶν ληφθέντων μέτρων. Κατὰ τὰς πληροφορίας, αἱ συζητήσεις συνεχίσθησαν καθ’ ὅλην τὴν διάρκειαν τῆς ἡμέρας, ἐνῶ οἱ ἐκπρόσωποι τῶν ἐνδιαφερομένων ὀργανώσεων ἐδήλωσαν ὅτι θὰ ὑποβάλουν ὑπόμνημα πρὸς τὸ ἁρμόδιον ὑπουργεῖον. Ἐπίσης ἀνεκοινώθη ὅτι ἡ ἐπιτροπὴ θὰ συνέλθῃ ἐκ νέου ἐντὸς τῆς προσεχοῦς ἑβδομάδος διὰ νὰ ἐξετάσῃ τὰς προτάσεις καὶ νὰ λάβῃ τὰς τελικὰς ἀποφάσεις ἐπὶ τοῦ ζητήματος, τὸ ὁποῖον ἀπασχολεῖ ἀπὸ μακροῦ τὴν κοινὴν γνώμην τῆς χώρας καὶ τοὺς ἁρμοδίους κύκλους. [14, 86, 87, 220]
headline: ΣΥΓΚΡΟΥΣΕΙΣ ΕΝ ΜΕΞΙΚΩ ΔΙΑ ΛΟΓΑΡΙΑΣΜΟΝ ΤΟΥ ΦΙΝΤΕΛ ΚΑΣΤΡΟ [15, 1906, 85, 1952]
headline: ΕΠΙΣΤΡΕΦΑΝ ΕΙΣ ΤΑΣ ΑΘΗΝΑΣ ΟΙ ΔΟΚΙΜΟΙ ΤΩΝ ΑΜΕΡΙΚΑΝΙΚΩΝ ΠΟΛΙΤΙΚΩΝ ΠΕΡΙΠΟΛΩΝ [104, 228, 293, 263]
article-body: ΜΕΡΚΑΠΙΚΑΝ, 4.— ρήνην καὶ τῆς κυβερνήσεως αὐτῆς ὑπὸ τὴν ἐπίβλεψιν τῶν ἁρμοδίων ἀρχῶν, αἵτινες ἀπεφάσισαν τὴν ἄμεσον ἐφαρμογὴν τῶν ληφθέντων μέτρων. Κατὰ τὰς πληροφορίας, αἱ συζητήσεις συνεχίσθησαν καθ’ ὅλην τὴν διάρκειαν τῆς ἡμέρας, ἐνῶ οἱ ἐκπρόσωποι τῶν ἐνδιαφερομένων ὀργανώσεων ἐδήλωσαν ὅτι θὰ ὑποβάλουν ὑπόμνημα πρὸς τὸ ἁρμόδιον ὑπουργεῖον. Ἐπίσης ἀνεκοινώθη ὅτι ἡ ἐπιτροπὴ θὰ συνέλθῃ ἐκ νέου ἐντὸς τῆς προσεχοῦς ἑβδομάδος διὰ νὰ ἐξετάσῃ τὰς προτάσεις καὶ νὰ λάβῃ τὰς τελικὰς ἀποφάσεις ἐπὶ τοῦ ζητήματος, τὸ ὁποῖον ἀπασχολεῖ ἀπὸ μακροῦ τὴν κοινὴν γνώμην τῆς χώρας καὶ τοὺς ἁρμοδίους κύκλους. ρήνην καὶ τῆς κυβερνήσεως αὐτῆς ὑπὸ τὴν ἐπίβλεψιν τῶν ἁρμοδίων ἀρχῶν, αἵτινες ἀπεφάσισαν τὴν ἄμεσον ἐφαρμογὴν τῶν ληφθέντων μέτρων. Κατὰ τὰς πληροφορίας, αἱ συζητήσεις συνεχίσθησαν καθ’ ὅλην τὴν διάρκειαν τῆς ἡμέρας, ἐνῶ οἱ ἐκπρόσωποι τῶν ἐνδιαφερομένων ὀργανώσεων ἐδήλωσαν ὅτι θὰ ὑποβάλουν ὑπόμνημα πρὸς τὸ ἁρμόδιον ὑπουργεῖον. Ἐπίσης ἀνεκοινώθη ὅτι ἡ ἐπιτροπὴ θὰ συνέλθῃ ἐκ νέου ἐντὸς τῆς προσεχοῦς ἑβδομάδος διὰ νὰ ἐξετάσῃ τὰς προτάσεις καὶ νὰ λάβῃ τὰς τελικὰς ἀποφάσεις ἐπὶ τοῦ ζητήματος, τὸ ὁποῖον ἀπασχολεῖ ἀπὸ μακροῦ τὴν κοινὴν γνώμην τῆς χώρας καὶ τοὺς ἁρμοδίους κύκλους. [14, 1059, 86, 1321]
banner-line-1: Ο Κ. ΣΤΗΒΕΝΣΟΝ ΠΙΣΤΕΥΕΙ ΟΤΙ ΣΥΝΤΟΜΩΣ [417, 12, 695, 49]
article-body: ΑΘΗΝΑΙ, 4.— ρήνην καὶ τῆς κυβερνήσεως αὐτῆς ὑπὸ τὴν ἐπίβλεψιν τῶν ἁρμοδίων ἀρχῶν, αἵτινες ἀπεφάσισαν τὴν ἄμεσον ἐφαρμογὴν τῶν ληφθέντων μέτρων. Κατὰ τὰς πληροφορίας, αἱ συζητήσεις συνεχίσθησαν καθ’ ὅλην τὴν διάρκειαν τῆς ἡμέρας, ἐνῶ οἱ ἐκπρόσωποι τῶν ἐνδιαφερομένων ὀργανώσεων ἐδήλωσαν ὅτι θὰ ὑποβάλουν ὑπόμνημα πρὸς τὸ ἁρμόδιον ὑπουργεῖον. Ἐπίσης ἀνεκοινώθη ὅτι ἡ ἐπιτροπὴ θὰ συνέλθῃ ἐκ νέου ἐντὸς τῆς προσεχοῦς ἑβδομάδος διὰ νὰ ἐξετάσῃ τὰς προτάσεις καὶ νὰ λάβῃ τὰς τελικὰς ἀποφάσεις ἐπὶ τοῦ ζητήματος, τὸ ὁποῖον ἀπασχολεῖ ἀπὸ μακροῦ τὴν κοινὴν γνώμην τῆς χώρας καὶ τοὺς ἁρμοδίους κύκλους. [707, 1346, 837, 1417]
body-text: ρήνην καὶ τῆς κυβερνήσεως αὐτῆς ὑπὸ τὴν ἐπίβλεψιν τῶν ἁρμοδίων ἀρχῶν, αἵτινες ἀπεφάσισαν τὴν ἄμεσον ἐφαρμογὴν τῶν ληφθέντων μέτρων. Κατὰ τὰς πληροφορίας, αἱ συζητήσεις συνεχίσθησαν καθ’ ὅλην τὴν διάρκειαν τῆς ἡμέρας, ἐνῶ οἱ ἐκπρόσωποι τῶν ἐνδιαφερομένων ὀργανώσεων ἐδήλωσαν ὅτι θὰ ὑποβάλουν ὑπόμνημα πρὸς τὸ ἁρμόδιον ὑπουργεῖον. Ἐπίσης ἀνεκοινώθη ὅτι ἡ ἐπιτροπὴ θὰ συνέλθῃ ἐκ νέου ἐντὸς τῆς προσεχοῦς ἑβδομάδος διὰ νὰ ἐξετάσῃ τὰς προτάσεις καὶ νὰ λάβῃ τὰς τελικὰς ἀποφάσεις ἐπὶ τοῦ ζητήματος, τὸ ὁποῖον ἀπασχολεῖ ἀπὸ μακροῦ τὴν κοινὴν γνώμην τῆς χώρας καὶ τοὺς ἁρμοδίους κύκλους. [707, 1158, 837, 1228]
soviet-banner-2: ΠΡΟΣ ΤΟΥΣ ΤΡΕΙΣ ΔΥΤΙΚΟΥΣ ΔΙΑ ΤΟ ΒΕΡΟΛΙΝΟΝ [424, 355, 688, 388]
body-text: ρήνην καὶ τῆς κυβερνήσεως αὐτῆς ὑπὸ τὴν ἐπίβλεψιν τῶν ἁρμοδίων ἀρχῶν, αἵτινες ἀπεφάσισαν τὴν ἄμεσον ἐφαρμογὴν τῶν ληφθέντων μέτρων. Κατὰ τὰς πληροφορίας, αἱ συζητήσεις συνεχίσθησαν καθ’ ὅλην τὴν διάρκειαν τῆς ἡμέρας, ἐνῶ οἱ ἐκπρόσωποι τῶν ἐνδιαφερομένων ὀργανώσεων ἐδήλωσαν ὅτι θὰ ὑποβάλουν ὑπόμνημα πρὸς τὸ ἁρμόδιον ὑπουργεῖον. Ἐπίσης ἀνεκοινώθη ὅτι ἡ ἐπιτροπὴ θὰ συνέλθῃ ἐκ νέου ἐντὸς τῆς προσεχοῦς ἑβδομάδος διὰ νὰ ἐξετάσῃ τὰς προτάσεις καὶ νὰ λάβῃ τὰς τελικὰς ἀποφάσεις ἐπὶ τοῦ ζητήματος, τὸ ὁποῖον ἀπασχολεῖ ἀπὸ μακροῦ τὴν κοινὴν γνώμην τῆς χώρας καὶ τοὺς ἁρμοδίους κύκλους. [511, 130, 697, 313]
headline: ΧΡΗΣΙΚΗ ΤΟΥ ΒΛΑΤΟΥ [721, 1335, 823, 1345]
article-body: ΑΘΗΝΑΙ, 4.— ρήνην καὶ τῆς κυβερνήσεως αὐτῆς ὑπὸ τὴν ἐπίβλεψιν τῶν ἁρμοδίων ἀρχῶν, αἵτινες ἀπεφάσισαν τὴν ἄμεσον ἐφαρμογὴν τῶν ληφθέντων μέτρων. Κατὰ τὰς πληροφορίας, αἱ συζητήσεις συνεχίσθησαν καθ’ ὅλην τὴν διάρκειαν τῆς ἡμέρας, ἐνῶ οἱ ἐκπρόσωποι τῶν ἐνδιαφερομένων ὀργανώσεων ἐδήλωσαν ὅτι θὰ ὑποβάλουν ὑπόμνημα πρὸς τὸ ἁρμόδιον ὑπουργεῖον. Ἐπίσης ἀνεκοινώθη ὅτι ἡ ἐπιτροπὴ θὰ συνέλθῃ ἐκ νέου ἐντὸς τῆς προσεχοῦς ἑβδομάδος διὰ νὰ ἐξετάσῃ τὰς προτάσεις καὶ νὰ λάβῃ τὰς τελικὰς ἀποφάσεις ἐπὶ τοῦ ζητήματος, τὸ ὁποῖον ἀπασχολεῖ ἀπὸ μακροῦ τὴν κοινὴν γνώμην τῆς χώρας καὶ τοὺς ἁρμοδίους κύκλους. [707, 472, 837, 542]
